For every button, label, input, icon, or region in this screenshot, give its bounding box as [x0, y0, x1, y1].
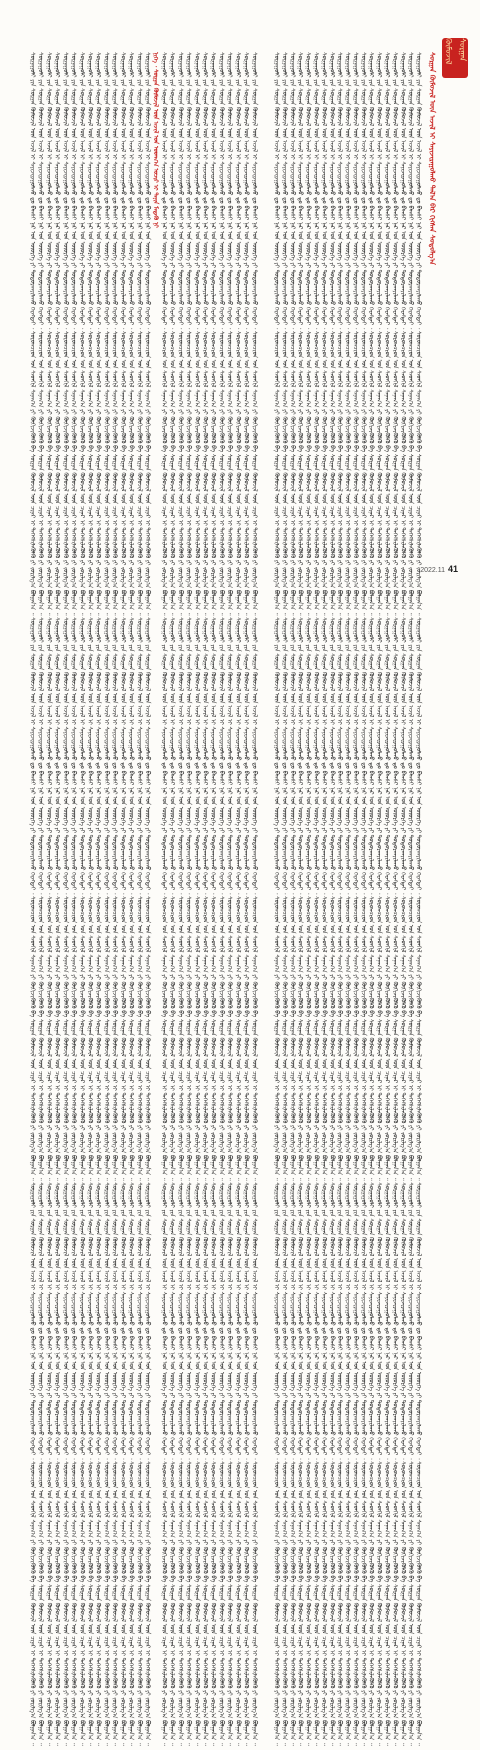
text-column	[414, 52, 422, 1746]
text-column	[383, 52, 390, 1746]
text-column	[86, 52, 93, 1746]
text-column	[77, 52, 85, 1746]
text-line: ᠰᠤᠷᠭᠠᠭᠤᠯᠢ ᠶᠢᠨ ᠰᠤᠷᠭᠠᠨ ᠬᠦᠮᠦᠵᠢᠯ ᠦᠨ ᠠᠵᠢᠯ ᠢ ᠰᠠᠶᠢᠵᠢᠷᠠᠭᠤᠯᠬᠤ ᠳᠤ ᠪᠠᠭᠰᠢ ᠨᠠᠷ ᠤᠨ ᠦᠦᠷᠭᠡ ᠶᠢ ᠲᠣᠳᠣᠷᠬᠠᠶᠢᠯᠠᠬᠤ ᠬᠡᠷᠡᠭᠲᠡᠢ ᠂ ᠰᠤᠷᠤᠭᠴᠢᠳ ᠤᠨ ᠰᠡᠳᠬᠢᠯ ᠰᠠᠨᠠᠭ᠎ᠠ ᠶᠢ ᠬᠥᠬᠢᠵᠢᠭᠦᠯᠬᠦ ᠪᠠ ᠰᠤᠷᠭᠠᠨ ᠬᠦᠮᠦᠵᠢᠯ ᠦᠨ ᠴᠢᠨᠠᠷ ᠢ ᠳᠡᠭᠡᠭᠰᠢᠯᠡᠭᠦᠯᠬᠦ ᠶᠢ ᠵᠣᠷᠢᠯᠭ᠎ᠠ ᠪᠣᠯᠭᠠᠨ᠎ᠠ ᠃ ᠰᠤᠷᠭᠠᠭᠤᠯᠢ ᠶᠢᠨ ᠰᠤᠷᠭᠠᠨ ᠬᠦᠮᠦᠵᠢᠯ ᠦᠨ ᠠᠵᠢᠯ ᠢ ᠰᠠᠶᠢᠵᠢᠷᠠᠭᠤᠯᠬᠤ ᠳᠤ ᠪᠠᠭᠰᠢ ᠨᠠᠷ ᠤᠨ ᠦᠦᠷᠭᠡ ᠶᠢ ᠲᠣᠳᠣᠷᠬᠠᠶᠢᠯᠠᠬᠤ ᠬᠡᠷᠡᠭᠲᠡᠢ ᠂ ᠰᠤᠷᠤᠭᠴᠢᠳ ᠤᠨ ᠰᠡᠳᠬᠢᠯ ᠰᠠᠨᠠᠭ᠎ᠠ ᠶᠢ ᠬᠥᠬᠢᠵᠢᠭᠦᠯᠬᠦ ᠪᠠ ᠰᠤᠷᠭᠠᠨ ᠬᠦᠮᠦᠵᠢᠯ ᠦᠨ ᠴᠢᠨᠠᠷ ᠢ ᠳᠡᠭᠡᠭᠰᠢᠯᠡᠭᠦᠯᠬᠦ ᠶᠢ ᠵᠣᠷᠢᠯᠭ᠎ᠠ ᠪᠣᠯᠭᠠᠨ᠎ᠠ ᠃ ᠰᠤᠷᠭᠠᠭᠤᠯᠢ ᠶᠢᠨ ᠰᠤᠷᠭᠠᠨ ᠬᠦᠮᠦᠵᠢᠯ ᠦᠨ ᠠᠵᠢᠯ ᠢ ᠰᠠᠶᠢᠵᠢᠷᠠᠭᠤᠯᠬᠤ ᠳᠤ ᠪᠠᠭᠰᠢ ᠨᠠᠷ ᠤᠨ ᠦᠦᠷᠭᠡ ᠶᠢ ᠲᠣᠳᠣᠷᠬᠠᠶᠢᠯᠠᠬᠤ ᠬᠡᠷᠡᠭᠲᠡᠢ ᠂ ᠰᠤᠷᠤᠭᠴᠢᠳ ᠤᠨ ᠰᠡᠳᠬᠢᠯ ᠰᠠᠨᠠᠭ᠎ᠠ ᠶᠢ ᠬᠥᠬᠢᠵᠢᠭᠦᠯᠬᠦ ᠪᠠ ᠰᠤᠷᠭᠠᠨ ᠬᠦᠮᠦᠵᠢᠯ ᠦᠨ ᠴᠢᠨᠠᠷ ᠢ ᠳᠡᠭᠡᠭᠰᠢᠯᠡᠭᠦᠯᠬᠦ ᠶᠢ ᠵᠣᠷᠢᠯᠭ᠎ᠠ ᠪᠣᠯᠭᠠᠨ᠎ᠠ ᠃	[37, 52, 44, 1746]
text-line: ᠰᠤᠷᠭᠠᠭᠤᠯᠢ ᠶᠢᠨ ᠰᠤᠷᠭᠠᠨ ᠬᠦᠮᠦᠵᠢᠯ ᠦᠨ ᠠᠵᠢᠯ ᠢ ᠰᠠᠶᠢᠵᠢᠷᠠᠭᠤᠯᠬᠤ ᠳᠤ ᠪᠠᠭᠰᠢ ᠨᠠᠷ ᠤᠨ ᠦᠦᠷᠭᠡ ᠶᠢ ᠲᠣᠳᠣᠷᠬᠠᠶᠢᠯᠠᠬᠤ ᠬᠡᠷᠡᠭᠲᠡᠢ ᠂ ᠰᠤᠷᠤᠭᠴᠢᠳ ᠤᠨ ᠰᠡᠳᠬᠢᠯ ᠰᠠᠨᠠᠭ᠎ᠠ ᠶᠢ ᠬᠥᠬᠢᠵᠢᠭᠦᠯᠬᠦ ᠪᠠ ᠰᠤᠷᠭᠠᠨ ᠬᠦᠮᠦᠵᠢᠯ ᠦᠨ ᠴᠢᠨᠠᠷ ᠢ ᠳᠡᠭᠡᠭᠰᠢᠯᠡᠭᠦᠯᠬᠦ ᠶᠢ ᠵᠣᠷᠢᠯᠭ᠎ᠠ ᠪᠣᠯᠭᠠᠨ᠎ᠠ ᠃ ᠰᠤᠷᠭᠠᠭᠤᠯᠢ ᠶᠢᠨ ᠰᠤᠷᠭᠠᠨ ᠬᠦᠮᠦᠵᠢᠯ ᠦᠨ ᠠᠵᠢᠯ ᠢ ᠰᠠᠶᠢᠵᠢᠷᠠᠭᠤᠯᠬᠤ ᠳᠤ ᠪᠠᠭᠰᠢ ᠨᠠᠷ ᠤᠨ ᠦᠦᠷᠭᠡ ᠶᠢ ᠲᠣᠳᠣᠷᠬᠠᠶᠢᠯᠠᠬᠤ ᠬᠡᠷᠡᠭᠲᠡᠢ ᠂ ᠰᠤᠷᠤᠭᠴᠢᠳ ᠤᠨ ᠰᠡᠳᠬᠢᠯ ᠰᠠᠨᠠᠭ᠎ᠠ ᠶᠢ ᠬᠥᠬᠢᠵᠢᠭᠦᠯᠬᠦ ᠪᠠ ᠰᠤᠷᠭᠠᠨ ᠬᠦᠮᠦᠵᠢᠯ ᠦᠨ ᠴᠢᠨᠠᠷ ᠢ ᠳᠡᠭᠡᠭᠰᠢᠯᠡᠭᠦᠯᠬᠦ ᠶᠢ ᠵᠣᠷᠢᠯᠭ᠎ᠠ ᠪᠣᠯᠭᠠᠨ᠎ᠠ ᠃ ᠰᠤᠷᠭᠠᠭᠤᠯᠢ ᠶᠢᠨ ᠰᠤᠷᠭᠠᠨ ᠬᠦᠮᠦᠵᠢᠯ ᠦᠨ ᠠᠵᠢᠯ ᠢ ᠰᠠᠶᠢᠵᠢᠷᠠᠭᠤᠯᠬᠤ ᠳᠤ ᠪᠠᠭᠰᠢ ᠨᠠᠷ ᠤᠨ ᠦᠦᠷᠭᠡ ᠶᠢ ᠲᠣᠳᠣᠷᠬᠠᠶᠢᠯᠠᠬᠤ ᠬᠡᠷᠡᠭᠲᠡᠢ ᠂ ᠰᠤᠷᠤᠭᠴᠢᠳ ᠤᠨ ᠰᠡᠳᠬᠢᠯ ᠰᠠᠨᠠᠭ᠎ᠠ ᠶᠢ ᠬᠥᠬᠢᠵᠢᠭᠦᠯᠬᠦ ᠪᠠ ᠰᠤᠷᠭᠠᠨ ᠬᠦᠮᠦᠵᠢᠯ ᠦᠨ ᠴᠢᠨᠠᠷ ᠢ ᠳᠡᠭᠡᠭᠰᠢᠯᠡᠭᠦᠯᠬᠦ ᠶᠢ ᠵᠣᠷᠢᠯᠭ᠎ᠠ ᠪᠣᠯᠭᠠᠨ᠎ᠠ ᠃	[407, 52, 414, 1746]
text-line: ᠰᠤᠷᠭᠠᠭᠤᠯᠢ ᠶᠢᠨ ᠰᠤᠷᠭᠠᠨ ᠬᠦᠮᠦᠵᠢᠯ ᠦᠨ ᠠᠵᠢᠯ ᠢ ᠰᠠᠶᠢᠵᠢᠷᠠᠭᠤᠯᠬᠤ ᠳᠤ ᠪᠠᠭᠰᠢ ᠨᠠᠷ ᠤᠨ ᠦᠦᠷᠭᠡ ᠶᠢ ᠲᠣᠳᠣᠷᠬᠠᠶᠢᠯᠠᠬᠤ ᠬᠡᠷᠡᠭᠲᠡᠢ ᠂ ᠰᠤᠷᠤᠭᠴᠢᠳ ᠤᠨ ᠰᠡᠳᠬᠢᠯ ᠰᠠᠨᠠᠭ᠎ᠠ ᠶᠢ ᠬᠥᠬᠢᠵᠢᠭᠦᠯᠬᠦ ᠪᠠ ᠰᠤᠷᠭᠠᠨ ᠬᠦᠮᠦᠵᠢᠯ ᠦᠨ ᠴᠢᠨᠠᠷ ᠢ ᠳᠡᠭᠡᠭᠰᠢᠯᠡᠭᠦᠯᠬᠦ ᠶᠢ ᠵᠣᠷᠢᠯᠭ᠎ᠠ ᠪᠣᠯᠭᠠᠨ᠎ᠠ ᠃ ᠰᠤᠷᠭᠠᠭᠤᠯᠢ ᠶᠢᠨ ᠰᠤᠷᠭᠠᠨ ᠬᠦᠮᠦᠵᠢᠯ ᠦᠨ ᠠᠵᠢᠯ ᠢ ᠰᠠᠶᠢᠵᠢᠷᠠᠭᠤᠯᠬᠤ ᠳᠤ ᠪᠠᠭᠰᠢ ᠨᠠᠷ ᠤᠨ ᠦᠦᠷᠭᠡ ᠶᠢ ᠲᠣᠳᠣᠷᠬᠠᠶᠢᠯᠠᠬᠤ ᠬᠡᠷᠡᠭᠲᠡᠢ ᠂ ᠰᠤᠷᠤᠭᠴᠢᠳ ᠤᠨ ᠰᠡᠳᠬᠢᠯ ᠰᠠᠨᠠᠭ᠎ᠠ ᠶᠢ ᠬᠥᠬᠢᠵᠢᠭᠦᠯᠬᠦ ᠪᠠ ᠰᠤᠷᠭᠠᠨ ᠬᠦᠮᠦᠵᠢᠯ ᠦᠨ ᠴᠢᠨᠠᠷ ᠢ ᠳᠡᠭᠡᠭᠰᠢᠯᠡᠭᠦᠯᠬᠦ ᠶᠢ ᠵᠣᠷᠢᠯᠭ᠎ᠠ ᠪᠣᠯᠭᠠᠨ᠎ᠠ ᠃ ᠰᠤᠷᠭᠠᠭᠤᠯᠢ ᠶᠢᠨ ᠰᠤᠷᠭᠠᠨ ᠬᠦᠮᠦᠵᠢᠯ ᠦᠨ ᠠᠵᠢᠯ ᠢ ᠰᠠᠶᠢᠵᠢᠷᠠᠭᠤᠯᠬᠤ ᠳᠤ ᠪᠠᠭᠰᠢ ᠨᠠᠷ ᠤᠨ ᠦᠦᠷᠭᠡ ᠶᠢ ᠲᠣᠳᠣᠷᠬᠠᠶᠢᠯᠠᠬᠤ ᠬᠡᠷᠡᠭᠲᠡᠢ ᠂ ᠰᠤᠷᠤᠭᠴᠢᠳ ᠤᠨ ᠰᠡᠳᠬᠢᠯ ᠰᠠᠨᠠᠭ᠎ᠠ ᠶᠢ ᠬᠥᠬᠢᠵᠢᠭᠦᠯᠬᠦ ᠪᠠ ᠰᠤᠷᠭᠠᠨ ᠬᠦᠮᠦᠵᠢᠯ ᠦᠨ ᠴᠢᠨᠠᠷ ᠢ ᠳᠡᠭᠡᠭᠰᠢᠯᠡᠭᠦᠯᠬᠦ ᠶᠢ ᠵᠣᠷᠢᠯᠭ᠎ᠠ ᠪᠣᠯᠭᠠᠨ᠎ᠠ ᠃	[119, 52, 126, 1746]
text-line: ᠰᠤᠷᠭᠠᠭᠤᠯᠢ ᠶᠢᠨ ᠰᠤᠷᠭᠠᠨ ᠬᠦᠮᠦᠵᠢᠯ ᠦᠨ ᠠᠵᠢᠯ ᠢ ᠰᠠᠶᠢᠵᠢᠷᠠᠭᠤᠯᠬᠤ ᠳᠤ ᠪᠠᠭᠰᠢ ᠨᠠᠷ ᠤᠨ ᠦᠦᠷᠭᠡ ᠶᠢ ᠲᠣᠳᠣᠷᠬᠠᠶᠢᠯᠠᠬᠤ ᠬᠡᠷᠡᠭᠲᠡᠢ ᠂ ᠰᠤᠷᠤᠭᠴᠢᠳ ᠤᠨ ᠰᠡᠳᠬᠢᠯ ᠰᠠᠨᠠᠭ᠎ᠠ ᠶᠢ ᠬᠥᠬᠢᠵᠢᠭᠦᠯᠬᠦ ᠪᠠ ᠰᠤᠷᠭᠠᠨ ᠬᠦᠮᠦᠵᠢᠯ ᠦᠨ ᠴᠢᠨᠠᠷ ᠢ ᠳᠡᠭᠡᠭᠰᠢᠯᠡᠭᠦᠯᠬᠦ ᠶᠢ ᠵᠣᠷᠢᠯᠭ᠎ᠠ ᠪᠣᠯᠭᠠᠨ᠎ᠠ ᠃ ᠰᠤᠷᠭᠠᠭᠤᠯᠢ ᠶᠢᠨ ᠰᠤᠷᠭᠠᠨ ᠬᠦᠮᠦᠵᠢᠯ ᠦᠨ ᠠᠵᠢᠯ ᠢ ᠰᠠᠶᠢᠵᠢᠷᠠᠭᠤᠯᠬᠤ ᠳᠤ ᠪᠠᠭᠰᠢ ᠨᠠᠷ ᠤᠨ ᠦᠦᠷᠭᠡ ᠶᠢ ᠲᠣᠳᠣᠷᠬᠠᠶᠢᠯᠠᠬᠤ ᠬᠡᠷᠡᠭᠲᠡᠢ ᠂ ᠰᠤᠷᠤᠭᠴᠢᠳ ᠤᠨ ᠰᠡᠳᠬᠢᠯ ᠰᠠᠨᠠᠭ᠎ᠠ ᠶᠢ ᠬᠥᠬᠢᠵᠢᠭᠦᠯᠬᠦ ᠪᠠ ᠰᠤᠷᠭᠠᠨ ᠬᠦᠮᠦᠵᠢᠯ ᠦᠨ ᠴᠢᠨᠠᠷ ᠢ ᠳᠡᠭᠡᠭᠰᠢᠯᠡᠭᠦᠯᠬᠦ ᠶᠢ ᠵᠣᠷᠢᠯᠭ᠎ᠠ ᠪᠣᠯᠭᠠᠨ᠎ᠠ ᠃ ᠰᠤᠷᠭᠠᠭᠤᠯᠢ ᠶᠢᠨ ᠰᠤᠷᠭᠠᠨ ᠬᠦᠮᠦᠵᠢᠯ ᠦᠨ ᠠᠵᠢᠯ ᠢ ᠰᠠᠶᠢᠵᠢᠷᠠᠭᠤᠯᠬᠤ ᠳᠤ ᠪᠠᠭᠰᠢ ᠨᠠᠷ ᠤᠨ ᠦᠦᠷᠭᠡ ᠶᠢ ᠲᠣᠳᠣᠷᠬᠠᠶᠢᠯᠠᠬᠤ ᠬᠡᠷᠡᠭᠲᠡᠢ ᠂ ᠰᠤᠷᠤᠭᠴᠢᠳ ᠤᠨ ᠰᠡᠳᠬᠢᠯ ᠰᠠᠨᠠᠭ᠎ᠠ ᠶᠢ ᠬᠥᠬᠢᠵᠢᠭᠦᠯᠬᠦ ᠪᠠ ᠰᠤᠷᠭᠠᠨ ᠬᠦᠮᠦᠵᠢᠯ ᠦᠨ ᠴᠢᠨᠠᠷ ᠢ ᠳᠡᠭᠡᠭᠰᠢᠯᠡᠭᠦᠯᠬᠦ ᠶᠢ ᠵᠣᠷᠢᠯᠭ᠎ᠠ ᠪᠣᠯᠭᠠᠨ᠎ᠠ ᠃	[135, 52, 142, 1746]
text-line: ᠰᠤᠷᠭᠠᠭᠤᠯᠢ ᠶᠢᠨ ᠰᠤᠷᠭᠠᠨ ᠬᠦᠮᠦᠵᠢᠯ ᠦᠨ ᠠᠵᠢᠯ ᠢ ᠰᠠᠶᠢᠵᠢᠷᠠᠭᠤᠯᠬᠤ ᠳᠤ ᠪᠠᠭᠰᠢ ᠨᠠᠷ ᠤᠨ ᠦᠦᠷᠭᠡ ᠶᠢ ᠲᠣᠳᠣᠷᠬᠠᠶᠢᠯᠠᠬᠤ ᠬᠡᠷᠡᠭᠲᠡᠢ ᠂ ᠰᠤᠷᠤᠭᠴᠢᠳ ᠤᠨ ᠰᠡᠳᠬᠢᠯ ᠰᠠᠨᠠᠭ᠎ᠠ ᠶᠢ ᠬᠥᠬᠢᠵᠢᠭᠦᠯᠬᠦ ᠪᠠ ᠰᠤᠷᠭᠠᠨ ᠬᠦᠮᠦᠵᠢᠯ ᠦᠨ ᠴᠢᠨᠠᠷ ᠢ ᠳᠡᠭᠡᠭᠰᠢᠯᠡᠭᠦᠯᠬᠦ ᠶᠢ ᠵᠣᠷᠢᠯᠭ᠎ᠠ ᠪᠣᠯᠭᠠᠨ᠎ᠠ ᠃ ᠰᠤᠷᠭᠠᠭᠤᠯᠢ ᠶᠢᠨ ᠰᠤᠷᠭᠠᠨ ᠬᠦᠮᠦᠵᠢᠯ ᠦᠨ ᠠᠵᠢᠯ ᠢ ᠰᠠᠶᠢᠵᠢᠷᠠᠭᠤᠯᠬᠤ ᠳᠤ ᠪᠠᠭᠰᠢ ᠨᠠᠷ ᠤᠨ ᠦᠦᠷᠭᠡ ᠶᠢ ᠲᠣᠳᠣᠷᠬᠠᠶᠢᠯᠠᠬᠤ ᠬᠡᠷᠡᠭᠲᠡᠢ ᠂ ᠰᠤᠷᠤᠭᠴᠢᠳ ᠤᠨ ᠰᠡᠳᠬᠢᠯ ᠰᠠᠨᠠᠭ᠎ᠠ ᠶᠢ ᠬᠥᠬᠢᠵᠢᠭᠦᠯᠬᠦ ᠪᠠ ᠰᠤᠷᠭᠠᠨ ᠬᠦᠮᠦᠵᠢᠯ ᠦᠨ ᠴᠢᠨᠠᠷ ᠢ ᠳᠡᠭᠡᠭᠰᠢᠯᠡᠭᠦᠯᠬᠦ ᠶᠢ ᠵᠣᠷᠢᠯᠭ᠎ᠠ ᠪᠣᠯᠭᠠᠨ᠎ᠠ ᠃ ᠰᠤᠷᠭᠠᠭᠤᠯᠢ ᠶᠢᠨ ᠰᠤᠷᠭᠠᠨ ᠬᠦᠮᠦᠵᠢᠯ ᠦᠨ ᠠᠵᠢᠯ ᠢ ᠰᠠᠶᠢᠵᠢᠷᠠᠭᠤᠯᠬᠤ ᠳᠤ ᠪᠠᠭᠰᠢ ᠨᠠᠷ ᠤᠨ ᠦᠦᠷᠭᠡ ᠶᠢ ᠲᠣᠳᠣᠷᠬᠠᠶᠢᠯᠠᠬᠤ ᠬᠡᠷᠡᠭᠲᠡᠢ ᠂ ᠰᠤᠷᠤᠭᠴᠢᠳ ᠤᠨ ᠰᠡᠳᠬᠢᠯ ᠰᠠᠨᠠᠭ᠎ᠠ ᠶᠢ ᠬᠥᠬᠢᠵᠢᠭᠦᠯᠬᠦ ᠪᠠ ᠰᠤᠷᠭᠠᠨ ᠬᠦᠮᠦᠵᠢᠯ ᠦᠨ ᠴᠢᠨᠠᠷ ᠢ ᠳᠡᠭᠡᠭᠰᠢᠯᠡᠭᠦᠯᠬᠦ ᠶᠢ ᠵᠣᠷᠢᠯᠭ᠎ᠠ ᠪᠣᠯᠭᠠᠨ᠎ᠠ ᠃	[351, 52, 358, 1746]
text-line: ᠰᠤᠷᠭᠠᠭᠤᠯᠢ ᠶᠢᠨ ᠰᠤᠷᠭᠠᠨ ᠬᠦᠮᠦᠵᠢᠯ ᠦᠨ ᠠᠵᠢᠯ ᠢ ᠰᠠᠶᠢᠵᠢᠷᠠᠭᠤᠯᠬᠤ ᠳᠤ ᠪᠠᠭᠰᠢ ᠨᠠᠷ ᠤᠨ ᠦᠦᠷᠭᠡ ᠶᠢ ᠲᠣᠳᠣᠷᠬᠠᠶᠢᠯᠠᠬᠤ ᠬᠡᠷᠡᠭᠲᠡᠢ ᠂ ᠰᠤᠷᠤᠭᠴᠢᠳ ᠤᠨ ᠰᠡᠳᠬᠢᠯ ᠰᠠᠨᠠᠭ᠎ᠠ ᠶᠢ ᠬᠥᠬᠢᠵᠢᠭᠦᠯᠬᠦ ᠪᠠ ᠰᠤᠷᠭᠠᠨ ᠬᠦᠮᠦᠵᠢᠯ ᠦᠨ ᠴᠢᠨᠠᠷ ᠢ ᠳᠡᠭᠡᠭᠰᠢᠯᠡᠭᠦᠯᠬᠦ ᠶᠢ ᠵᠣᠷᠢᠯᠭ᠎ᠠ ᠪᠣᠯᠭᠠᠨ᠎ᠠ ᠃ ᠰᠤᠷᠭᠠᠭᠤᠯᠢ ᠶᠢᠨ ᠰᠤᠷᠭᠠᠨ ᠬᠦᠮᠦᠵᠢᠯ ᠦᠨ ᠠᠵᠢᠯ ᠢ ᠰᠠᠶᠢᠵᠢᠷᠠᠭᠤᠯᠬᠤ ᠳᠤ ᠪᠠᠭᠰᠢ ᠨᠠᠷ ᠤᠨ ᠦᠦᠷᠭᠡ ᠶᠢ ᠲᠣᠳᠣᠷᠬᠠᠶᠢᠯᠠᠬᠤ ᠬᠡᠷᠡᠭᠲᠡᠢ ᠂ ᠰᠤᠷᠤᠭᠴᠢᠳ ᠤᠨ ᠰᠡᠳᠬᠢᠯ ᠰᠠᠨᠠᠭ᠎ᠠ ᠶᠢ ᠬᠥᠬᠢᠵᠢᠭᠦᠯᠬᠦ ᠪᠠ ᠰᠤᠷᠭᠠᠨ ᠬᠦᠮᠦᠵᠢᠯ ᠦᠨ ᠴᠢᠨᠠᠷ ᠢ ᠳᠡᠭᠡᠭᠰᠢᠯᠡᠭᠦᠯᠬᠦ ᠶᠢ ᠵᠣᠷᠢᠯᠭ᠎ᠠ ᠪᠣᠯᠭᠠᠨ᠎ᠠ ᠃ ᠰᠤᠷᠭᠠᠭᠤᠯᠢ ᠶᠢᠨ ᠰᠤᠷᠭᠠᠨ ᠬᠦᠮᠦᠵᠢᠯ ᠦᠨ ᠠᠵᠢᠯ ᠢ ᠰᠠᠶᠢᠵᠢᠷᠠᠭᠤᠯᠬᠤ ᠳᠤ ᠪᠠᠭᠰᠢ ᠨᠠᠷ ᠤᠨ ᠦᠦᠷᠭᠡ ᠶᠢ ᠲᠣᠳᠣᠷᠬᠠᠶᠢᠯᠠᠬᠤ ᠬᠡᠷᠡᠭᠲᠡᠢ ᠂ ᠰᠤᠷᠤᠭᠴᠢᠳ ᠤᠨ ᠰᠡᠳᠬᠢᠯ ᠰᠠᠨᠠᠭ᠎ᠠ ᠶᠢ ᠬᠥᠬᠢᠵᠢᠭᠦᠯᠬᠦ ᠪᠠ ᠰᠤᠷᠭᠠᠨ ᠬᠦᠮᠦᠵᠢᠯ ᠦᠨ ᠴᠢᠨᠠᠷ ᠢ ᠳᠡᠭᠡᠭᠰᠢᠯᠡᠭᠦᠯᠬᠦ ᠶᠢ ᠵᠣᠷᠢᠯᠭ᠎ᠠ ᠪᠣᠯᠭᠠᠨ᠎ᠠ ᠃	[320, 52, 327, 1746]
text-line: ᠰᠤᠷᠭᠠᠭᠤᠯᠢ ᠶᠢᠨ ᠰᠤᠷᠭᠠᠨ ᠬᠦᠮᠦᠵᠢᠯ ᠦᠨ ᠠᠵᠢᠯ ᠢ ᠰᠠᠶᠢᠵᠢᠷᠠᠭᠤᠯᠬᠤ ᠳᠤ ᠪᠠᠭᠰᠢ ᠨᠠᠷ ᠤᠨ ᠦᠦᠷᠭᠡ ᠶᠢ ᠲᠣᠳᠣᠷᠬᠠᠶᠢᠯᠠᠬᠤ ᠬᠡᠷᠡᠭᠲᠡᠢ ᠂ ᠰᠤᠷᠤᠭᠴᠢᠳ ᠤᠨ ᠰᠡᠳᠬᠢᠯ ᠰᠠᠨᠠᠭ᠎ᠠ ᠶᠢ ᠬᠥᠬᠢᠵᠢᠭᠦᠯᠬᠦ ᠪᠠ ᠰᠤᠷᠭᠠᠨ ᠬᠦᠮᠦᠵᠢᠯ ᠦᠨ ᠴᠢᠨᠠᠷ ᠢ ᠳᠡᠭᠡᠭᠰᠢᠯᠡᠭᠦᠯᠬᠦ ᠶᠢ ᠵᠣᠷᠢᠯᠭ᠎ᠠ ᠪᠣᠯᠭᠠᠨ᠎ᠠ ᠃ ᠰᠤᠷᠭᠠᠭᠤᠯᠢ ᠶᠢᠨ ᠰᠤᠷᠭᠠᠨ ᠬᠦᠮᠦᠵᠢᠯ ᠦᠨ ᠠᠵᠢᠯ ᠢ ᠰᠠᠶᠢᠵᠢᠷᠠᠭᠤᠯᠬᠤ ᠳᠤ ᠪᠠᠭᠰᠢ ᠨᠠᠷ ᠤᠨ ᠦᠦᠷᠭᠡ ᠶᠢ ᠲᠣᠳᠣᠷᠬᠠᠶᠢᠯᠠᠬᠤ ᠬᠡᠷᠡᠭᠲᠡᠢ ᠂ ᠰᠤᠷᠤᠭᠴᠢᠳ ᠤᠨ ᠰᠡᠳᠬᠢᠯ ᠰᠠᠨᠠᠭ᠎ᠠ ᠶᠢ ᠬᠥᠬᠢᠵᠢᠭᠦᠯᠬᠦ ᠪᠠ ᠰᠤᠷᠭᠠᠨ ᠬᠦᠮᠦᠵᠢᠯ ᠦᠨ ᠴᠢᠨᠠᠷ ᠢ ᠳᠡᠭᠡᠭᠰᠢᠯᠡᠭᠦᠯᠬᠦ ᠶᠢ ᠵᠣᠷᠢᠯᠭ᠎ᠠ ᠪᠣᠯᠭᠠᠨ᠎ᠠ ᠃ ᠰᠤᠷᠭᠠᠭᠤᠯᠢ ᠶᠢᠨ ᠰᠤᠷᠭᠠᠨ ᠬᠦᠮᠦᠵᠢᠯ ᠦᠨ ᠠᠵᠢᠯ ᠢ ᠰᠠᠶᠢᠵᠢᠷᠠᠭᠤᠯᠬᠤ ᠳᠤ ᠪᠠᠭᠰᠢ ᠨᠠᠷ ᠤᠨ ᠦᠦᠷᠭᠡ ᠶᠢ ᠲᠣᠳᠣᠷᠬᠠᠶᠢᠯᠠᠬᠤ ᠬᠡᠷᠡᠭᠲᠡᠢ ᠂ ᠰᠤᠷᠤᠭᠴᠢᠳ ᠤᠨ ᠰᠡᠳᠬᠢᠯ ᠰᠠᠨᠠᠭ᠎ᠠ ᠶᠢ ᠬᠥᠬᠢᠵᠢᠭᠦᠯᠬᠦ ᠪᠠ ᠰᠤᠷᠭᠠᠨ ᠬᠦᠮᠦᠵᠢᠯ ᠦᠨ ᠴᠢᠨᠠᠷ ᠢ ᠳᠡᠭᠡᠭᠰᠢᠯᠡᠭᠦᠯᠬᠦ ᠶᠢ ᠵᠣᠷᠢᠯᠭ᠎ᠠ ᠪᠣᠯᠭᠠᠨ᠎ᠠ ᠃	[209, 52, 216, 1746]
text-column	[201, 52, 208, 1746]
text-column	[159, 52, 167, 1746]
text-column	[110, 52, 118, 1746]
text-line: ᠰᠤᠷᠭᠠᠭᠤᠯᠢ ᠶᠢᠨ ᠰᠤᠷᠭᠠᠨ ᠬᠦᠮᠦᠵᠢᠯ ᠦᠨ ᠠᠵᠢᠯ ᠢ ᠰᠠᠶᠢᠵᠢᠷᠠᠭᠤᠯᠬᠤ ᠳᠤ ᠪᠠᠭᠰᠢ ᠨᠠᠷ ᠤᠨ ᠦᠦᠷᠭᠡ ᠶᠢ ᠲᠣᠳᠣᠷᠬᠠᠶᠢᠯᠠᠬᠤ ᠬᠡᠷᠡᠭᠲᠡᠢ ᠂ ᠰᠤᠷᠤᠭᠴᠢᠳ ᠤᠨ ᠰᠡᠳᠬᠢᠯ ᠰᠠᠨᠠᠭ᠎ᠠ ᠶᠢ ᠬᠥᠬᠢᠵᠢᠭᠦᠯᠬᠦ ᠪᠠ ᠰᠤᠷᠭᠠᠨ ᠬᠦᠮᠦᠵᠢᠯ ᠦᠨ ᠴᠢᠨᠠᠷ ᠢ ᠳᠡᠭᠡᠭᠰᠢᠯᠡᠭᠦᠯᠬᠦ ᠶᠢ ᠵᠣᠷᠢᠯᠭ᠎ᠠ ᠪᠣᠯᠭᠠᠨ᠎ᠠ ᠃ ᠰᠤᠷᠭᠠᠭᠤᠯᠢ ᠶᠢᠨ ᠰᠤᠷᠭᠠᠨ ᠬᠦᠮᠦᠵᠢᠯ ᠦᠨ ᠠᠵᠢᠯ ᠢ ᠰᠠᠶᠢᠵᠢᠷᠠᠭᠤᠯᠬᠤ ᠳᠤ ᠪᠠᠭᠰᠢ ᠨᠠᠷ ᠤᠨ ᠦᠦᠷᠭᠡ ᠶᠢ ᠲᠣᠳᠣᠷᠬᠠᠶᠢᠯᠠᠬᠤ ᠬᠡᠷᠡᠭᠲᠡᠢ ᠂ ᠰᠤᠷᠤᠭᠴᠢᠳ ᠤᠨ ᠰᠡᠳᠬᠢᠯ ᠰᠠᠨᠠᠭ᠎ᠠ ᠶᠢ ᠬᠥᠬᠢᠵᠢᠭᠦᠯᠬᠦ ᠪᠠ ᠰᠤᠷᠭᠠᠨ ᠬᠦᠮᠦᠵᠢᠯ ᠦᠨ ᠴᠢᠨᠠᠷ ᠢ ᠳᠡᠭᠡᠭᠰᠢᠯᠡᠭᠦᠯᠬᠦ ᠶᠢ ᠵᠣᠷᠢᠯᠭ᠎ᠠ ᠪᠣᠯᠭᠠᠨ᠎ᠠ ᠃ ᠰᠤᠷᠭᠠᠭᠤᠯᠢ ᠶᠢᠨ ᠰᠤᠷᠭᠠᠨ ᠬᠦᠮᠦᠵᠢᠯ ᠦᠨ ᠠᠵᠢᠯ ᠢ ᠰᠠᠶᠢᠵᠢᠷᠠᠭᠤᠯᠬᠤ ᠳᠤ ᠪᠠᠭᠰᠢ ᠨᠠᠷ ᠤᠨ ᠦᠦᠷᠭᠡ ᠶᠢ ᠲᠣᠳᠣᠷᠬᠠᠶᠢᠯᠠᠬᠤ ᠬᠡᠷᠡᠭᠲᠡᠢ ᠂ ᠰᠤᠷᠤᠭᠴᠢᠳ ᠤᠨ ᠰᠡᠳᠬᠢᠯ ᠰᠠᠨᠠᠭ᠎ᠠ ᠶᠢ ᠬᠥᠬᠢᠵᠢᠭᠦᠯᠬᠦ ᠪᠠ ᠰᠤᠷᠭᠠᠨ ᠬᠦᠮᠦᠵᠢᠯ ᠦᠨ ᠴᠢᠨᠠᠷ ᠢ ᠳᠡᠭᠡᠭᠰᠢᠯᠡᠭᠦᠯᠬᠦ ᠶᠢ ᠵᠣᠷᠢᠯᠭ᠎ᠠ ᠪᠣᠯᠭᠠᠨ᠎ᠠ ᠃	[29, 52, 35, 1746]
text-column	[61, 52, 68, 1746]
text-column	[304, 52, 311, 1746]
text-column	[36, 52, 44, 1746]
text-column	[335, 52, 343, 1746]
text-line: ᠰᠤᠷᠭᠠᠭᠤᠯᠢ ᠶᠢᠨ ᠰᠤᠷᠭᠠᠨ ᠬᠦᠮᠦᠵᠢᠯ ᠦᠨ ᠠᠵᠢᠯ ᠢ ᠰᠠᠶᠢᠵᠢᠷᠠᠭᠤᠯᠬᠤ ᠳᠤ ᠪᠠᠭᠰᠢ ᠨᠠᠷ ᠤᠨ ᠦᠦᠷᠭᠡ ᠶᠢ ᠲᠣᠳᠣᠷᠬᠠᠶᠢᠯᠠᠬᠤ ᠬᠡᠷᠡᠭᠲᠡᠢ ᠂ ᠰᠤᠷᠤᠭᠴᠢᠳ ᠤᠨ ᠰᠡᠳᠬᠢᠯ ᠰᠠᠨᠠᠭ᠎ᠠ ᠶᠢ ᠬᠥᠬᠢᠵᠢᠭᠦᠯᠬᠦ ᠪᠠ ᠰᠤᠷᠭᠠᠨ ᠬᠦᠮᠦᠵᠢᠯ ᠦᠨ ᠴᠢᠨᠠᠷ ᠢ ᠳᠡᠭᠡᠭᠰᠢᠯᠡᠭᠦᠯᠬᠦ ᠶᠢ ᠵᠣᠷᠢᠯᠭ᠎ᠠ ᠪᠣᠯᠭᠠᠨ᠎ᠠ ᠃ ᠰᠤᠷᠭᠠᠭᠤᠯᠢ ᠶᠢᠨ ᠰᠤᠷᠭᠠᠨ ᠬᠦᠮᠦᠵᠢᠯ ᠦᠨ ᠠᠵᠢᠯ ᠢ ᠰᠠᠶᠢᠵᠢᠷᠠᠭᠤᠯᠬᠤ ᠳᠤ ᠪᠠᠭᠰᠢ ᠨᠠᠷ ᠤᠨ ᠦᠦᠷᠭᠡ ᠶᠢ ᠲᠣᠳᠣᠷᠬᠠᠶᠢᠯᠠᠬᠤ ᠬᠡᠷᠡᠭᠲᠡᠢ ᠂ ᠰᠤᠷᠤᠭᠴᠢᠳ ᠤᠨ ᠰᠡᠳᠬᠢᠯ ᠰᠠᠨᠠᠭ᠎ᠠ ᠶᠢ ᠬᠥᠬᠢᠵᠢᠭᠦᠯᠬᠦ ᠪᠠ ᠰᠤᠷᠭᠠᠨ ᠬᠦᠮᠦᠵᠢᠯ ᠦᠨ ᠴᠢᠨᠠᠷ ᠢ ᠳᠡᠭᠡᠭᠰᠢᠯᠡᠭᠦᠯᠬᠦ ᠶᠢ ᠵᠣᠷᠢᠯᠭ᠎ᠠ ᠪᠣᠯᠭᠠᠨ᠎ᠠ ᠃ ᠰᠤᠷᠭᠠᠭᠤᠯᠢ ᠶᠢᠨ ᠰᠤᠷᠭᠠᠨ ᠬᠦᠮᠦᠵᠢᠯ ᠦᠨ ᠠᠵᠢᠯ ᠢ ᠰᠠᠶᠢᠵᠢᠷᠠᠭᠤᠯᠬᠤ ᠳᠤ ᠪᠠᠭᠰᠢ ᠨᠠᠷ ᠤᠨ ᠦᠦᠷᠭᠡ ᠶᠢ ᠲᠣᠳᠣᠷᠬᠠᠶᠢᠯᠠᠬᠤ ᠬᠡᠷᠡᠭᠲᠡᠢ ᠂ ᠰᠤᠷᠤᠭᠴᠢᠳ ᠤᠨ ᠰᠡᠳᠬᠢᠯ ᠰᠠᠨᠠᠭ᠎ᠠ ᠶᠢ ᠬᠥᠬᠢᠵᠢᠭᠦᠯᠬᠦ ᠪᠠ ᠰᠤᠷᠭᠠᠨ ᠬᠦᠮᠦᠵᠢᠯ ᠦᠨ ᠴᠢᠨᠠᠷ ᠢ ᠳᠡᠭᠡᠭᠰᠢᠯᠡᠭᠦᠯᠬᠦ ᠶᠢ ᠵᠣᠷᠢᠯᠭ᠎ᠠ ᠪᠣᠯᠭᠠᠨ᠎ᠠ ᠃	[273, 52, 279, 1746]
text-column	[390, 52, 398, 1746]
text-line: ᠰᠤᠷᠭᠠᠭᠤᠯᠢ ᠶᠢᠨ ᠰᠤᠷᠭᠠᠨ ᠬᠦᠮᠦᠵᠢᠯ ᠦᠨ ᠠᠵᠢᠯ ᠢ ᠰᠠᠶᠢᠵᠢᠷᠠᠭᠤᠯᠬᠤ ᠳᠤ ᠪᠠᠭᠰᠢ ᠨᠠᠷ ᠤᠨ ᠦᠦᠷᠭᠡ ᠶᠢ ᠲᠣᠳᠣᠷᠬᠠᠶᠢᠯᠠᠬᠤ ᠬᠡᠷᠡᠭᠲᠡᠢ ᠂ ᠰᠤᠷᠤᠭᠴᠢᠳ ᠤᠨ ᠰᠡᠳᠬᠢᠯ ᠰᠠᠨᠠᠭ᠎ᠠ ᠶᠢ ᠬᠥᠬᠢᠵᠢᠭᠦᠯᠬᠦ ᠪᠠ ᠰᠤᠷᠭᠠᠨ ᠬᠦᠮᠦᠵᠢᠯ ᠦᠨ ᠴᠢᠨᠠᠷ ᠢ ᠳᠡᠭᠡᠭᠰᠢᠯᠡᠭᠦᠯᠬᠦ ᠶᠢ ᠵᠣᠷᠢᠯᠭ᠎ᠠ ᠪᠣᠯᠭᠠᠨ᠎ᠠ ᠃ ᠰᠤᠷᠭᠠᠭᠤᠯᠢ ᠶᠢᠨ ᠰᠤᠷᠭᠠᠨ ᠬᠦᠮᠦᠵᠢᠯ ᠦᠨ ᠠᠵᠢᠯ ᠢ ᠰᠠᠶᠢᠵᠢᠷᠠᠭᠤᠯᠬᠤ ᠳᠤ ᠪᠠᠭᠰᠢ ᠨᠠᠷ ᠤᠨ ᠦᠦᠷᠭᠡ ᠶᠢ ᠲᠣᠳᠣᠷᠬᠠᠶᠢᠯᠠᠬᠤ ᠬᠡᠷᠡᠭᠲᠡᠢ ᠂ ᠰᠤᠷᠤᠭᠴᠢᠳ ᠤᠨ ᠰᠡᠳᠬᠢᠯ ᠰᠠᠨᠠᠭ᠎ᠠ ᠶᠢ ᠬᠥᠬᠢᠵᠢᠭᠦᠯᠬᠦ ᠪᠠ ᠰᠤᠷᠭᠠᠨ ᠬᠦᠮᠦᠵᠢᠯ ᠦᠨ ᠴᠢᠨᠠᠷ ᠢ ᠳᠡᠭᠡᠭᠰᠢᠯᠡᠭᠦᠯᠬᠦ ᠶᠢ ᠵᠣᠷᠢᠯᠭ᠎ᠠ ᠪᠣᠯᠭᠠᠨ᠎ᠠ ᠃ ᠰᠤᠷᠭᠠᠭᠤᠯᠢ ᠶᠢᠨ ᠰᠤᠷᠭᠠᠨ ᠬᠦᠮᠦᠵᠢᠯ ᠦᠨ ᠠᠵᠢᠯ ᠢ ᠰᠠᠶᠢᠵᠢᠷᠠᠭᠤᠯᠬᠤ ᠳᠤ ᠪᠠᠭᠰᠢ ᠨᠠᠷ ᠤᠨ ᠦᠦᠷᠭᠡ ᠶᠢ ᠲᠣᠳᠣᠷᠬᠠᠶᠢᠯᠠᠬᠤ ᠬᠡᠷᠡᠭᠲᠡᠢ ᠂ ᠰᠤᠷᠤᠭᠴᠢᠳ ᠤᠨ ᠰᠡᠳᠬᠢᠯ ᠰᠠᠨᠠᠭ᠎ᠠ ᠶᠢ ᠬᠥᠬᠢᠵᠢᠭᠦᠯᠬᠦ ᠪᠠ ᠰᠤᠷᠭᠠᠨ ᠬᠦᠮᠦᠵᠢᠯ ᠦᠨ ᠴᠢᠨᠠᠷ ᠢ ᠳᠡᠭᠡᠭᠰᠢᠯᠡᠭᠦᠯᠬᠦ ᠶᠢ ᠵᠣᠷᠢᠯᠭ᠎ᠠ ᠪᠣᠯᠭᠠᠨ᠎ᠠ ᠃	[288, 52, 295, 1746]
text-line: ᠰᠤᠷᠭᠠᠭᠤᠯᠢ ᠶᠢᠨ ᠰᠤᠷᠭᠠᠨ ᠬᠦᠮᠦᠵᠢᠯ ᠦᠨ ᠠᠵᠢᠯ ᠢ ᠰᠠᠶᠢᠵᠢᠷᠠᠭᠤᠯᠬᠤ ᠳᠤ ᠪᠠᠭᠰᠢ ᠨᠠᠷ ᠤᠨ ᠦᠦᠷᠭᠡ ᠶᠢ ᠲᠣᠳᠣᠷᠬᠠᠶᠢᠯᠠᠬᠤ ᠬᠡᠷᠡᠭᠲᠡᠢ ᠂ ᠰᠤᠷᠤᠭᠴᠢᠳ ᠤᠨ ᠰᠡᠳᠬᠢᠯ ᠰᠠᠨᠠᠭ᠎ᠠ ᠶᠢ ᠬᠥᠬᠢᠵᠢᠭᠦᠯᠬᠦ ᠪᠠ ᠰᠤᠷᠭᠠᠨ ᠬᠦᠮᠦᠵᠢᠯ ᠦᠨ ᠴᠢᠨᠠᠷ ᠢ ᠳᠡᠭᠡᠭᠰᠢᠯᠡᠭᠦᠯᠬᠦ ᠶᠢ ᠵᠣᠷᠢᠯᠭ᠎ᠠ ᠪᠣᠯᠭᠠᠨ᠎ᠠ ᠃ ᠰᠤᠷᠭᠠᠭᠤᠯᠢ ᠶᠢᠨ ᠰᠤᠷᠭᠠᠨ ᠬᠦᠮᠦᠵᠢᠯ ᠦᠨ ᠠᠵᠢᠯ ᠢ ᠰᠠᠶᠢᠵᠢᠷᠠᠭᠤᠯᠬᠤ ᠳᠤ ᠪᠠᠭᠰᠢ ᠨᠠᠷ ᠤᠨ ᠦᠦᠷᠭᠡ ᠶᠢ ᠲᠣᠳᠣᠷᠬᠠᠶᠢᠯᠠᠬᠤ ᠬᠡᠷᠡᠭᠲᠡᠢ ᠂ ᠰᠤᠷᠤᠭᠴᠢᠳ ᠤᠨ ᠰᠡᠳᠬᠢᠯ ᠰᠠᠨᠠᠭ᠎ᠠ ᠶᠢ ᠬᠥᠬᠢᠵᠢᠭᠦᠯᠬᠦ ᠪᠠ ᠰᠤᠷᠭᠠᠨ ᠬᠦᠮᠦᠵᠢᠯ ᠦᠨ ᠴᠢᠨᠠᠷ ᠢ ᠳᠡᠭᠡᠭᠰᠢᠯᠡᠭᠦᠯᠬᠦ ᠶᠢ ᠵᠣᠷᠢᠯᠭ᠎ᠠ ᠪᠣᠯᠭᠠᠨ᠎ᠠ ᠃ ᠰᠤᠷᠭᠠᠭᠤᠯᠢ ᠶᠢᠨ ᠰᠤᠷᠭᠠᠨ ᠬᠦᠮᠦᠵᠢᠯ ᠦᠨ ᠠᠵᠢᠯ ᠢ ᠰᠠᠶᠢᠵᠢᠷᠠᠭᠤᠯᠬᠤ ᠳᠤ ᠪᠠᠭᠰᠢ ᠨᠠᠷ ᠤᠨ ᠦᠦᠷᠭᠡ ᠶᠢ ᠲᠣᠳᠣᠷᠬᠠᠶᠢᠯᠠᠬᠤ ᠬᠡᠷᠡᠭᠲᠡᠢ ᠂ ᠰᠤᠷᠤᠭᠴᠢᠳ ᠤᠨ ᠰᠡᠳᠬᠢᠯ ᠰᠠᠨᠠᠭ᠎ᠠ ᠶᠢ ᠬᠥᠬᠢᠵᠢᠭᠦᠯᠬᠦ ᠪᠠ ᠰᠤᠷᠭᠠᠨ ᠬᠦᠮᠦᠵᠢᠯ ᠦᠨ ᠴᠢᠨᠠᠷ ᠢ ᠳᠡᠭᠡᠭᠰᠢᠯᠡᠭᠦᠯᠬᠦ ᠶᠢ ᠵᠣᠷᠢᠯᠭ᠎ᠠ ᠪᠣᠯᠭᠠᠨ᠎ᠠ ᠃	[201, 52, 208, 1746]
text-column	[209, 52, 216, 1746]
text-column	[102, 52, 109, 1746]
text-line: ᠰᠤᠷᠭᠠᠭᠤᠯᠢ ᠶᠢᠨ ᠰᠤᠷᠭᠠᠨ ᠬᠦᠮᠦᠵᠢᠯ ᠦᠨ ᠠᠵᠢᠯ ᠢ ᠰᠠᠶᠢᠵᠢᠷᠠᠭᠤᠯᠬᠤ ᠳᠤ ᠪᠠᠭᠰᠢ ᠨᠠᠷ ᠤᠨ ᠦᠦᠷᠭᠡ ᠶᠢ ᠲᠣᠳᠣᠷᠬᠠᠶᠢᠯᠠᠬᠤ ᠬᠡᠷᠡᠭᠲᠡᠢ ᠂ ᠰᠤᠷᠤᠭᠴᠢᠳ ᠤᠨ ᠰᠡᠳᠬᠢᠯ ᠰᠠᠨᠠᠭ᠎ᠠ ᠶᠢ ᠬᠥᠬᠢᠵᠢᠭᠦᠯᠬᠦ ᠪᠠ ᠰᠤᠷᠭᠠᠨ ᠬᠦᠮᠦᠵᠢᠯ ᠦᠨ ᠴᠢᠨᠠᠷ ᠢ ᠳᠡᠭᠡᠭᠰᠢᠯᠡᠭᠦᠯᠬᠦ ᠶᠢ ᠵᠣᠷᠢᠯᠭ᠎ᠠ ᠪᠣᠯᠭᠠᠨ᠎ᠠ ᠃ ᠰᠤᠷᠭᠠᠭᠤᠯᠢ ᠶᠢᠨ ᠰᠤᠷᠭᠠᠨ ᠬᠦᠮᠦᠵᠢᠯ ᠦᠨ ᠠᠵᠢᠯ ᠢ ᠰᠠᠶᠢᠵᠢᠷᠠᠭᠤᠯᠬᠤ ᠳᠤ ᠪᠠᠭᠰᠢ ᠨᠠᠷ ᠤᠨ ᠦᠦᠷᠭᠡ ᠶᠢ ᠲᠣᠳᠣᠷᠬᠠᠶᠢᠯᠠᠬᠤ ᠬᠡᠷᠡᠭᠲᠡᠢ ᠂ ᠰᠤᠷᠤᠭᠴᠢᠳ ᠤᠨ ᠰᠡᠳᠬᠢᠯ ᠰᠠᠨᠠᠭ᠎ᠠ ᠶᠢ ᠬᠥᠬᠢᠵᠢᠭᠦᠯᠬᠦ ᠪᠠ ᠰᠤᠷᠭᠠᠨ ᠬᠦᠮᠦᠵᠢᠯ ᠦᠨ ᠴᠢᠨᠠᠷ ᠢ ᠳᠡᠭᠡᠭᠰᠢᠯᠡᠭᠦᠯᠬᠦ ᠶᠢ ᠵᠣᠷᠢᠯᠭ᠎ᠠ ᠪᠣᠯᠭᠠᠨ᠎ᠠ ᠃ ᠰᠤᠷᠭᠠᠭᠤᠯᠢ ᠶᠢᠨ ᠰᠤᠷᠭᠠᠨ ᠬᠦᠮᠦᠵᠢᠯ ᠦᠨ ᠠᠵᠢᠯ ᠢ ᠰᠠᠶᠢᠵᠢᠷᠠᠭᠤᠯᠬᠤ ᠳᠤ ᠪᠠᠭᠰᠢ ᠨᠠᠷ ᠤᠨ ᠦᠦᠷᠭᠡ ᠶᠢ ᠲᠣᠳᠣᠷᠬᠠᠶᠢᠯᠠᠬᠤ ᠬᠡᠷᠡᠭᠲᠡᠢ ᠂ ᠰᠤᠷᠤᠭᠴᠢᠳ ᠤᠨ ᠰᠡᠳᠬᠢᠯ ᠰᠠᠨᠠᠭ᠎ᠠ ᠶᠢ ᠬᠥᠬᠢᠵᠢᠭᠦᠯᠬᠦ ᠪᠠ ᠰᠤᠷᠭᠠᠨ ᠬᠦᠮᠦᠵᠢᠯ ᠦᠨ ᠴᠢᠨᠠᠷ ᠢ ᠳᠡᠭᠡᠭᠰᠢᠯᠡᠭᠦᠯᠬᠦ ᠶᠢ ᠵᠣᠷᠢᠯᠭ᠎ᠠ ᠪᠣᠯᠭᠠᠨ᠎ᠠ ᠃	[86, 52, 93, 1746]
text-line: ᠰᠤᠷᠭᠠᠭᠤᠯᠢ ᠶᠢᠨ ᠰᠤᠷᠭᠠᠨ ᠬᠦᠮᠦᠵᠢᠯ ᠦᠨ ᠠᠵᠢᠯ ᠢ ᠰᠠᠶᠢᠵᠢᠷᠠᠭᠤᠯᠬᠤ ᠳᠤ ᠪᠠᠭᠰᠢ ᠨᠠᠷ ᠤᠨ ᠦᠦᠷᠭᠡ ᠶᠢ ᠲᠣᠳᠣᠷᠬᠠᠶᠢᠯᠠᠬᠤ ᠬᠡᠷᠡᠭᠲᠡᠢ ᠂ ᠰᠤᠷᠤᠭᠴᠢᠳ ᠤᠨ ᠰᠡᠳᠬᠢᠯ ᠰᠠᠨᠠᠭ᠎ᠠ ᠶᠢ ᠬᠥᠬᠢᠵᠢᠭᠦᠯᠬᠦ ᠪᠠ ᠰᠤᠷᠭᠠᠨ ᠬᠦᠮᠦᠵᠢᠯ ᠦᠨ ᠴᠢᠨᠠᠷ ᠢ ᠳᠡᠭᠡᠭᠰᠢᠯᠡᠭᠦᠯᠬᠦ ᠶᠢ ᠵᠣᠷᠢᠯᠭ᠎ᠠ ᠪᠣᠯᠭᠠᠨ᠎ᠠ ᠃ ᠰᠤᠷᠭᠠᠭᠤᠯᠢ ᠶᠢᠨ ᠰᠤᠷᠭᠠᠨ ᠬᠦᠮᠦᠵᠢᠯ ᠦᠨ ᠠᠵᠢᠯ ᠢ ᠰᠠᠶᠢᠵᠢᠷᠠᠭᠤᠯᠬᠤ ᠳᠤ ᠪᠠᠭᠰᠢ ᠨᠠᠷ ᠤᠨ ᠦᠦᠷᠭᠡ ᠶᠢ ᠲᠣᠳᠣᠷᠬᠠᠶᠢᠯᠠᠬᠤ ᠬᠡᠷᠡᠭᠲᠡᠢ ᠂ ᠰᠤᠷᠤᠭᠴᠢᠳ ᠤᠨ ᠰᠡᠳᠬᠢᠯ ᠰᠠᠨᠠᠭ᠎ᠠ ᠶᠢ ᠬᠥᠬᠢᠵᠢᠭᠦᠯᠬᠦ ᠪᠠ ᠰᠤᠷᠭᠠᠨ ᠬᠦᠮᠦᠵᠢᠯ ᠦᠨ ᠴᠢᠨᠠᠷ ᠢ ᠳᠡᠭᠡᠭᠰᠢᠯᠡᠭᠦᠯᠬᠦ ᠶᠢ ᠵᠣᠷᠢᠯᠭ᠎ᠠ ᠪᠣᠯᠭᠠᠨ᠎ᠠ ᠃ ᠰᠤᠷᠭᠠᠭᠤᠯᠢ ᠶᠢᠨ ᠰᠤᠷᠭᠠᠨ ᠬᠦᠮᠦᠵᠢᠯ ᠦᠨ ᠠᠵᠢᠯ ᠢ ᠰᠠᠶᠢᠵᠢᠷᠠᠭᠤᠯᠬᠤ ᠳᠤ ᠪᠠᠭᠰᠢ ᠨᠠᠷ ᠤᠨ ᠦᠦᠷᠭᠡ ᠶᠢ ᠲᠣᠳᠣᠷᠬᠠᠶᠢᠯᠠᠬᠤ ᠬᠡᠷᠡᠭᠲᠡᠢ ᠂ ᠰᠤᠷᠤᠭᠴᠢᠳ ᠤᠨ ᠰᠡᠳᠬᠢᠯ ᠰᠠᠨᠠᠭ᠎ᠠ ᠶᠢ ᠬᠥᠬᠢᠵᠢᠭᠦᠯᠬᠦ ᠪᠠ ᠰᠤᠷᠭᠠᠨ ᠬᠦᠮᠦᠵᠢᠯ ᠦᠨ ᠴᠢᠨᠠᠷ ᠢ ᠳᠡᠭᠡᠭᠰᠢᠯᠡᠭᠦᠯᠬᠦ ᠶᠢ ᠵᠣᠷᠢᠯᠭ᠎ᠠ ᠪᠣᠯᠭᠠᠨ᠎ᠠ ᠃	[304, 52, 311, 1746]
text-line: ᠰᠤᠷᠭᠠᠭᠤᠯᠢ ᠶᠢᠨ ᠰᠤᠷᠭᠠᠨ ᠬᠦᠮᠦᠵᠢᠯ ᠦᠨ ᠠᠵᠢᠯ ᠢ ᠰᠠᠶᠢᠵᠢᠷᠠᠭᠤᠯᠬᠤ ᠳᠤ ᠪᠠᠭᠰᠢ ᠨᠠᠷ ᠤᠨ ᠦᠦᠷᠭᠡ ᠶᠢ ᠲᠣᠳᠣᠷᠬᠠᠶᠢᠯᠠᠬᠤ ᠬᠡᠷᠡᠭᠲᠡᠢ ᠂ ᠰᠤᠷᠤᠭᠴᠢᠳ ᠤᠨ ᠰᠡᠳᠬᠢᠯ ᠰᠠᠨᠠᠭ᠎ᠠ ᠶᠢ ᠬᠥᠬᠢᠵᠢᠭᠦᠯᠬᠦ ᠪᠠ ᠰᠤᠷᠭᠠᠨ ᠬᠦᠮᠦᠵᠢᠯ ᠦᠨ ᠴᠢᠨᠠᠷ ᠢ ᠳᠡᠭᠡᠭᠰᠢᠯᠡᠭᠦᠯᠬᠦ ᠶᠢ ᠵᠣᠷᠢᠯᠭ᠎ᠠ ᠪᠣᠯᠭᠠᠨ᠎ᠠ ᠃ ᠰᠤᠷᠭᠠᠭᠤᠯᠢ ᠶᠢᠨ ᠰᠤᠷᠭᠠᠨ ᠬᠦᠮᠦᠵᠢᠯ ᠦᠨ ᠠᠵᠢᠯ ᠢ ᠰᠠᠶᠢᠵᠢᠷᠠᠭᠤᠯᠬᠤ ᠳᠤ ᠪᠠᠭᠰᠢ ᠨᠠᠷ ᠤᠨ ᠦᠦᠷᠭᠡ ᠶᠢ ᠲᠣᠳᠣᠷᠬᠠᠶᠢᠯᠠᠬᠤ ᠬᠡᠷᠡᠭᠲᠡᠢ ᠂ ᠰᠤᠷᠤᠭᠴᠢᠳ ᠤᠨ ᠰᠡᠳᠬᠢᠯ ᠰᠠᠨᠠᠭ᠎ᠠ ᠶᠢ ᠬᠥᠬᠢᠵᠢᠭᠦᠯᠬᠦ ᠪᠠ ᠰᠤᠷᠭᠠᠨ ᠬᠦᠮᠦᠵᠢᠯ ᠦᠨ ᠴᠢᠨᠠᠷ ᠢ ᠳᠡᠭᠡᠭᠰᠢᠯᠡᠭᠦᠯᠬᠦ ᠶᠢ ᠵᠣᠷᠢᠯᠭ᠎ᠠ ᠪᠣᠯᠭᠠᠨ᠎ᠠ ᠃ ᠰᠤᠷᠭᠠᠭᠤᠯᠢ ᠶᠢᠨ ᠰᠤᠷᠭᠠᠨ ᠬᠦᠮᠦᠵᠢᠯ ᠦᠨ ᠠᠵᠢᠯ ᠢ ᠰᠠᠶᠢᠵᠢᠷᠠᠭᠤᠯᠬᠤ ᠳᠤ ᠪᠠᠭᠰᠢ ᠨᠠᠷ ᠤᠨ ᠦᠦᠷᠭᠡ ᠶᠢ ᠲᠣᠳᠣᠷᠬᠠᠶᠢᠯᠠᠬᠤ ᠬᠡᠷᠡᠭᠲᠡᠢ ᠂ ᠰᠤᠷᠤᠭᠴᠢᠳ ᠤᠨ ᠰᠡᠳᠬᠢᠯ ᠰᠠᠨᠠᠭ᠎ᠠ ᠶᠢ ᠬᠥᠬᠢᠵᠢᠭᠦᠯᠬᠦ ᠪᠠ ᠰᠤᠷᠭᠠᠨ ᠬᠦᠮᠦᠵᠢᠯ ᠦᠨ ᠴᠢᠨᠠᠷ ᠢ ᠳᠡᠭᠡᠭᠰᠢᠯᠡᠭᠦᠯᠬᠦ ᠶᠢ ᠵᠣᠷᠢᠯᠭ᠎ᠠ ᠪᠣᠯᠭᠠᠨ᠎ᠠ ᠃	[280, 52, 287, 1746]
text-column	[367, 52, 374, 1746]
text-column	[143, 52, 150, 1746]
text-column	[351, 52, 358, 1746]
text-line: ᠰᠤᠷᠭᠠᠭᠤᠯᠢ ᠶᠢᠨ ᠰᠤᠷᠭᠠᠨ ᠬᠦᠮᠦᠵᠢᠯ ᠦᠨ ᠠᠵᠢᠯ ᠢ ᠰᠠᠶᠢᠵᠢᠷᠠᠭᠤᠯᠬᠤ ᠳᠤ ᠪᠠᠭᠰᠢ ᠨᠠᠷ ᠤᠨ ᠦᠦᠷᠭᠡ ᠶᠢ ᠲᠣᠳᠣᠷᠬᠠᠶᠢᠯᠠᠬᠤ ᠬᠡᠷᠡᠭᠲᠡᠢ ᠂ ᠰᠤᠷᠤᠭᠴᠢᠳ ᠤᠨ ᠰᠡᠳᠬᠢᠯ ᠰᠠᠨᠠᠭ᠎ᠠ ᠶᠢ ᠬᠥᠬᠢᠵᠢᠭᠦᠯᠬᠦ ᠪᠠ ᠰᠤᠷᠭᠠᠨ ᠬᠦᠮᠦᠵᠢᠯ ᠦᠨ ᠴᠢᠨᠠᠷ ᠢ ᠳᠡᠭᠡᠭᠰᠢᠯᠡᠭᠦᠯᠬᠦ ᠶᠢ ᠵᠣᠷᠢᠯᠭ᠎ᠠ ᠪᠣᠯᠭᠠᠨ᠎ᠠ ᠃ ᠰᠤᠷᠭᠠᠭᠤᠯᠢ ᠶᠢᠨ ᠰᠤᠷᠭᠠᠨ ᠬᠦᠮᠦᠵᠢᠯ ᠦᠨ ᠠᠵᠢᠯ ᠢ ᠰᠠᠶᠢᠵᠢᠷᠠᠭᠤᠯᠬᠤ ᠳᠤ ᠪᠠᠭᠰᠢ ᠨᠠᠷ ᠤᠨ ᠦᠦᠷᠭᠡ ᠶᠢ ᠲᠣᠳᠣᠷᠬᠠᠶᠢᠯᠠᠬᠤ ᠬᠡᠷᠡᠭᠲᠡᠢ ᠂ ᠰᠤᠷᠤᠭᠴᠢᠳ ᠤᠨ ᠰᠡᠳᠬᠢᠯ ᠰᠠᠨᠠᠭ᠎ᠠ ᠶᠢ ᠬᠥᠬᠢᠵᠢᠭᠦᠯᠬᠦ ᠪᠠ ᠰᠤᠷᠭᠠᠨ ᠬᠦᠮᠦᠵᠢᠯ ᠦᠨ ᠴᠢᠨᠠᠷ ᠢ ᠳᠡᠭᠡᠭᠰᠢᠯᠡᠭᠦᠯᠬᠦ ᠶᠢ ᠵᠣᠷᠢᠯᠭ᠎ᠠ ᠪᠣᠯᠭᠠᠨ᠎ᠠ ᠃ ᠰᠤᠷᠭᠠᠭᠤᠯᠢ ᠶᠢᠨ ᠰᠤᠷᠭᠠᠨ ᠬᠦᠮᠦᠵᠢᠯ ᠦᠨ ᠠᠵᠢᠯ ᠢ ᠰᠠᠶᠢᠵᠢᠷᠠᠭᠤᠯᠬᠤ ᠳᠤ ᠪᠠᠭᠰᠢ ᠨᠠᠷ ᠤᠨ ᠦᠦᠷᠭᠡ ᠶᠢ ᠲᠣᠳᠣᠷᠬᠠᠶᠢᠯᠠᠬᠤ ᠬᠡᠷᠡᠭᠲᠡᠢ ᠂ ᠰᠤᠷᠤᠭᠴᠢᠳ ᠤᠨ ᠰᠡᠳᠬᠢᠯ ᠰᠠᠨᠠᠭ᠎ᠠ ᠶᠢ ᠬᠥᠬᠢᠵᠢᠭᠦᠯᠬᠦ ᠪᠠ ᠰᠤᠷᠭᠠᠨ ᠬᠦᠮᠦᠵᠢᠯ ᠦᠨ ᠴᠢᠨᠠᠷ ᠢ ᠳᠡᠭᠡᠭᠰᠢᠯᠡᠭᠦᠯᠬᠦ ᠶᠢ ᠵᠣᠷᠢᠯᠭ᠎ᠠ ᠪᠣᠯᠭᠠᠨ᠎ᠠ ᠃	[53, 52, 60, 1746]
text-line: ᠰᠤᠷᠭᠠᠭᠤᠯᠢ ᠶᠢᠨ ᠰᠤᠷᠭᠠᠨ ᠬᠦᠮᠦᠵᠢᠯ ᠦᠨ ᠠᠵᠢᠯ ᠢ ᠰᠠᠶᠢᠵᠢᠷᠠᠭᠤᠯᠬᠤ ᠳᠤ ᠪᠠᠭᠰᠢ ᠨᠠᠷ ᠤᠨ ᠦᠦᠷᠭᠡ ᠶᠢ ᠲᠣᠳᠣᠷᠬᠠᠶᠢᠯᠠᠬᠤ ᠬᠡᠷᠡᠭᠲᠡᠢ ᠂ ᠰᠤᠷᠤᠭᠴᠢᠳ ᠤᠨ ᠰᠡᠳᠬᠢᠯ ᠰᠠᠨᠠᠭ᠎ᠠ ᠶᠢ ᠬᠥᠬᠢᠵᠢᠭᠦᠯᠬᠦ ᠪᠠ ᠰᠤᠷᠭᠠᠨ ᠬᠦᠮᠦᠵᠢᠯ ᠦᠨ ᠴᠢᠨᠠᠷ ᠢ ᠳᠡᠭᠡᠭᠰᠢᠯᠡᠭᠦᠯᠬᠦ ᠶᠢ ᠵᠣᠷᠢᠯᠭ᠎ᠠ ᠪᠣᠯᠭᠠᠨ᠎ᠠ ᠃ ᠰᠤᠷᠭᠠᠭᠤᠯᠢ ᠶᠢᠨ ᠰᠤᠷᠭᠠᠨ ᠬᠦᠮᠦᠵᠢᠯ ᠦᠨ ᠠᠵᠢᠯ ᠢ ᠰᠠᠶᠢᠵᠢᠷᠠᠭᠤᠯᠬᠤ ᠳᠤ ᠪᠠᠭᠰᠢ ᠨᠠᠷ ᠤᠨ ᠦᠦᠷᠭᠡ ᠶᠢ ᠲᠣᠳᠣᠷᠬᠠᠶᠢᠯᠠᠬᠤ ᠬᠡᠷᠡᠭᠲᠡᠢ ᠂ ᠰᠤᠷᠤᠭᠴᠢᠳ ᠤᠨ ᠰᠡᠳᠬᠢᠯ ᠰᠠᠨᠠᠭ᠎ᠠ ᠶᠢ ᠬᠥᠬᠢᠵᠢᠭᠦᠯᠬᠦ ᠪᠠ ᠰᠤᠷᠭᠠᠨ ᠬᠦᠮᠦᠵᠢᠯ ᠦᠨ ᠴᠢᠨᠠᠷ ᠢ ᠳᠡᠭᠡᠭᠰᠢᠯᠡᠭᠦᠯᠬᠦ ᠶᠢ ᠵᠣᠷᠢᠯᠭ᠎ᠠ ᠪᠣᠯᠭᠠᠨ᠎ᠠ ᠃ ᠰᠤᠷᠭᠠᠭᠤᠯᠢ ᠶᠢᠨ ᠰᠤᠷᠭᠠᠨ ᠬᠦᠮᠦᠵᠢᠯ ᠦᠨ ᠠᠵᠢᠯ ᠢ ᠰᠠᠶᠢᠵᠢᠷᠠᠭᠤᠯᠬᠤ ᠳᠤ ᠪᠠᠭᠰᠢ ᠨᠠᠷ ᠤᠨ ᠦᠦᠷᠭᠡ ᠶᠢ ᠲᠣᠳᠣᠷᠬᠠᠶᠢᠯᠠᠬᠤ ᠬᠡᠷᠡᠭᠲᠡᠢ ᠂ ᠰᠤᠷᠤᠭᠴᠢᠳ ᠤᠨ ᠰᠡᠳᠬᠢᠯ ᠰᠠᠨᠠᠭ᠎ᠠ ᠶᠢ ᠬᠥᠬᠢᠵᠢᠭᠦᠯᠬᠦ ᠪᠠ ᠰᠤᠷᠭᠠᠨ ᠬᠦᠮᠦᠵᠢᠯ ᠦᠨ ᠴᠢᠨᠠᠷ ᠢ ᠳᠡᠭᠡᠭᠰᠢᠯᠡᠭᠦᠯᠬᠦ ᠶᠢ ᠵᠣᠷᠢᠯᠭ᠎ᠠ ᠪᠣᠯᠭᠠᠨ᠎ᠠ ᠃	[102, 52, 109, 1746]
text-column	[127, 52, 134, 1746]
text-line: ᠰᠤᠷᠭᠠᠭᠤᠯᠢ ᠶᠢᠨ ᠰᠤᠷᠭᠠᠨ ᠬᠦᠮᠦᠵᠢᠯ ᠦᠨ ᠠᠵᠢᠯ ᠢ ᠰᠠᠶᠢᠵᠢᠷᠠᠭᠤᠯᠬᠤ ᠳᠤ ᠪᠠᠭᠰᠢ ᠨᠠᠷ ᠤᠨ ᠦᠦᠷᠭᠡ ᠶᠢ ᠲᠣᠳᠣᠷᠬᠠᠶᠢᠯᠠᠬᠤ ᠬᠡᠷᠡᠭᠲᠡᠢ ᠂ ᠰᠤᠷᠤᠭᠴᠢᠳ ᠤᠨ ᠰᠡᠳᠬᠢᠯ ᠰᠠᠨᠠᠭ᠎ᠠ ᠶᠢ ᠬᠥᠬᠢᠵᠢᠭᠦᠯᠬᠦ ᠪᠠ ᠰᠤᠷᠭᠠᠨ ᠬᠦᠮᠦᠵᠢᠯ ᠦᠨ ᠴᠢᠨᠠᠷ ᠢ ᠳᠡᠭᠡᠭᠰᠢᠯᠡᠭᠦᠯᠬᠦ ᠶᠢ ᠵᠣᠷᠢᠯᠭ᠎ᠠ ᠪᠣᠯᠭᠠᠨ᠎ᠠ ᠃ ᠰᠤᠷᠭᠠᠭᠤᠯᠢ ᠶᠢᠨ ᠰᠤᠷᠭᠠᠨ ᠬᠦᠮᠦᠵᠢᠯ ᠦᠨ ᠠᠵᠢᠯ ᠢ ᠰᠠᠶᠢᠵᠢᠷᠠᠭᠤᠯᠬᠤ ᠳᠤ ᠪᠠᠭᠰᠢ ᠨᠠᠷ ᠤᠨ ᠦᠦᠷᠭᠡ ᠶᠢ ᠲᠣᠳᠣᠷᠬᠠᠶᠢᠯᠠᠬᠤ ᠬᠡᠷᠡᠭᠲᠡᠢ ᠂ ᠰᠤᠷᠤᠭᠴᠢᠳ ᠤᠨ ᠰᠡᠳᠬᠢᠯ ᠰᠠᠨᠠᠭ᠎ᠠ ᠶᠢ ᠬᠥᠬᠢᠵᠢᠭᠦᠯᠬᠦ ᠪᠠ ᠰᠤᠷᠭᠠᠨ ᠬᠦᠮᠦᠵᠢᠯ ᠦᠨ ᠴᠢᠨᠠᠷ ᠢ ᠳᠡᠭᠡᠭᠰᠢᠯᠡᠭᠦᠯᠬᠦ ᠶᠢ ᠵᠣᠷᠢᠯᠭ᠎ᠠ ᠪᠣᠯᠭᠠᠨ᠎ᠠ ᠃ ᠰᠤᠷᠭᠠᠭᠤᠯᠢ ᠶᠢᠨ ᠰᠤᠷᠭᠠᠨ ᠬᠦᠮᠦᠵᠢᠯ ᠦᠨ ᠠᠵᠢᠯ ᠢ ᠰᠠᠶᠢᠵᠢᠷᠠᠭᠤᠯᠬᠤ ᠳᠤ ᠪᠠᠭᠰᠢ ᠨᠠᠷ ᠤᠨ ᠦᠦᠷᠭᠡ ᠶᠢ ᠲᠣᠳᠣᠷᠬᠠᠶᠢᠯᠠᠬᠤ ᠬᠡᠷᠡᠭᠲᠡᠢ ᠂ ᠰᠤᠷᠤᠭᠴᠢᠳ ᠤᠨ ᠰᠡᠳᠬᠢᠯ ᠰᠠᠨᠠᠭ᠎ᠠ ᠶᠢ ᠬᠥᠬᠢᠵᠢᠭᠦᠯᠬᠦ ᠪᠠ ᠰᠤᠷᠭᠠᠨ ᠬᠦᠮᠦᠵᠢᠯ ᠦᠨ ᠴᠢᠨᠠᠷ ᠢ ᠳᠡᠭᠡᠭᠰᠢᠯᠡᠭᠦᠯᠬᠦ ᠶᠢ ᠵᠣᠷᠢᠯᠭ᠎ᠠ ᠪᠣᠯᠭᠠᠨ᠎ᠠ ᠃	[242, 52, 249, 1746]
text-line: ᠰᠤᠷᠭᠠᠭᠤᠯᠢ ᠶᠢᠨ ᠰᠤᠷᠭᠠᠨ ᠬᠦᠮᠦᠵᠢᠯ ᠦᠨ ᠠᠵᠢᠯ ᠢ ᠰᠠᠶᠢᠵᠢᠷᠠᠭᠤᠯᠬᠤ ᠳᠤ ᠪᠠᠭᠰᠢ ᠨᠠᠷ ᠤᠨ ᠦᠦᠷᠭᠡ ᠶᠢ ᠲᠣᠳᠣᠷᠬᠠᠶᠢᠯᠠᠬᠤ ᠬᠡᠷᠡᠭᠲᠡᠢ ᠂ ᠰᠤᠷᠤᠭᠴᠢᠳ ᠤᠨ ᠰᠡᠳᠬᠢᠯ ᠰᠠᠨᠠᠭ᠎ᠠ ᠶᠢ ᠬᠥᠬᠢᠵᠢᠭᠦᠯᠬᠦ ᠪᠠ ᠰᠤᠷᠭᠠᠨ ᠬᠦᠮᠦᠵᠢᠯ ᠦᠨ ᠴᠢᠨᠠᠷ ᠢ ᠳᠡᠭᠡᠭᠰᠢᠯᠡᠭᠦᠯᠬᠦ ᠶᠢ ᠵᠣᠷᠢᠯᠭ᠎ᠠ ᠪᠣᠯᠭᠠᠨ᠎ᠠ ᠃ ᠰᠤᠷᠭᠠᠭᠤᠯᠢ ᠶᠢᠨ ᠰᠤᠷᠭᠠᠨ ᠬᠦᠮᠦᠵᠢᠯ ᠦᠨ ᠠᠵᠢᠯ ᠢ ᠰᠠᠶᠢᠵᠢᠷᠠᠭᠤᠯᠬᠤ ᠳᠤ ᠪᠠᠭᠰᠢ ᠨᠠᠷ ᠤᠨ ᠦᠦᠷᠭᠡ ᠶᠢ ᠲᠣᠳᠣᠷᠬᠠᠶᠢᠯᠠᠬᠤ ᠬᠡᠷᠡᠭᠲᠡᠢ ᠂ ᠰᠤᠷᠤᠭᠴᠢᠳ ᠤᠨ ᠰᠡᠳᠬᠢᠯ ᠰᠠᠨᠠᠭ᠎ᠠ ᠶᠢ ᠬᠥᠬᠢᠵᠢᠭᠦᠯᠬᠦ ᠪᠠ ᠰᠤᠷᠭᠠᠨ ᠬᠦᠮᠦᠵᠢᠯ ᠦᠨ ᠴᠢᠨᠠᠷ ᠢ ᠳᠡᠭᠡᠭᠰᠢᠯᠡᠭᠦᠯᠬᠦ ᠶᠢ ᠵᠣᠷᠢᠯᠭ᠎ᠠ ᠪᠣᠯᠭᠠᠨ᠎ᠠ ᠃ ᠰᠤᠷᠭᠠᠭᠤᠯᠢ ᠶᠢᠨ ᠰᠤᠷᠭᠠᠨ ᠬᠦᠮᠦᠵᠢᠯ ᠦᠨ ᠠᠵᠢᠯ ᠢ ᠰᠠᠶᠢᠵᠢᠷᠠᠭᠤᠯᠬᠤ ᠳᠤ ᠪᠠᠭᠰᠢ ᠨᠠᠷ ᠤᠨ ᠦᠦᠷᠭᠡ ᠶᠢ ᠲᠣᠳᠣᠷᠬᠠᠶᠢᠯᠠᠬᠤ ᠬᠡᠷᠡᠭᠲᠡᠢ ᠂ ᠰᠤᠷᠤᠭᠴᠢᠳ ᠤᠨ ᠰᠡᠳᠬᠢᠯ ᠰᠠᠨᠠᠭ᠎ᠠ ᠶᠢ ᠬᠥᠬᠢᠵᠢᠭᠦᠯᠬᠦ ᠪᠠ ᠰᠤᠷᠭᠠᠨ ᠬᠦᠮᠦᠵᠢᠯ ᠦᠨ ᠴᠢᠨᠠᠷ ᠢ ᠳᠡᠭᠡᠭᠰᠢᠯᠡᠭᠦᠯᠬᠦ ᠶᠢ ᠵᠣᠷᠢᠯᠭ᠎ᠠ ᠪᠣᠯᠭᠠᠨ᠎ᠠ ᠃	[367, 52, 374, 1746]
text-column	[192, 52, 200, 1746]
text-column	[272, 52, 279, 1746]
body-text-left	[28, 52, 258, 1746]
text-line: ᠰᠤᠷᠭᠠᠭᠤᠯᠢ ᠶᠢᠨ ᠰᠤᠷᠭᠠᠨ ᠬᠦᠮᠦᠵᠢᠯ ᠦᠨ ᠠᠵᠢᠯ ᠢ ᠰᠠᠶᠢᠵᠢᠷᠠᠭᠤᠯᠬᠤ ᠳᠤ ᠪᠠᠭᠰᠢ ᠨᠠᠷ ᠤᠨ ᠦᠦᠷᠭᠡ ᠶᠢ ᠲᠣᠳᠣᠷᠬᠠᠶᠢᠯᠠᠬᠤ ᠬᠡᠷᠡᠭᠲᠡᠢ ᠂ ᠰᠤᠷᠤᠭᠴᠢᠳ ᠤᠨ ᠰᠡᠳᠬᠢᠯ ᠰᠠᠨᠠᠭ᠎ᠠ ᠶᠢ ᠬᠥᠬᠢᠵᠢᠭᠦᠯᠬᠦ ᠪᠠ ᠰᠤᠷᠭᠠᠨ ᠬᠦᠮᠦᠵᠢᠯ ᠦᠨ ᠴᠢᠨᠠᠷ ᠢ ᠳᠡᠭᠡᠭᠰᠢᠯᠡᠭᠦᠯᠬᠦ ᠶᠢ ᠵᠣᠷᠢᠯᠭ᠎ᠠ ᠪᠣᠯᠭᠠᠨ᠎ᠠ ᠃ ᠰᠤᠷᠭᠠᠭᠤᠯᠢ ᠶᠢᠨ ᠰᠤᠷᠭᠠᠨ ᠬᠦᠮᠦᠵᠢᠯ ᠦᠨ ᠠᠵᠢᠯ ᠢ ᠰᠠᠶᠢᠵᠢᠷᠠᠭᠤᠯᠬᠤ ᠳᠤ ᠪᠠᠭᠰᠢ ᠨᠠᠷ ᠤᠨ ᠦᠦᠷᠭᠡ ᠶᠢ ᠲᠣᠳᠣᠷᠬᠠᠶᠢᠯᠠᠬᠤ ᠬᠡᠷᠡᠭᠲᠡᠢ ᠂ ᠰᠤᠷᠤᠭᠴᠢᠳ ᠤᠨ ᠰᠡᠳᠬᠢᠯ ᠰᠠᠨᠠᠭ᠎ᠠ ᠶᠢ ᠬᠥᠬᠢᠵᠢᠭᠦᠯᠬᠦ ᠪᠠ ᠰᠤᠷᠭᠠᠨ ᠬᠦᠮᠦᠵᠢᠯ ᠦᠨ ᠴᠢᠨᠠᠷ ᠢ ᠳᠡᠭᠡᠭᠰᠢᠯᠡᠭᠦᠯᠬᠦ ᠶᠢ ᠵᠣᠷᠢᠯᠭ᠎ᠠ ᠪᠣᠯᠭᠠᠨ᠎ᠠ ᠃ ᠰᠤᠷᠭᠠᠭᠤᠯᠢ ᠶᠢᠨ ᠰᠤᠷᠭᠠᠨ ᠬᠦᠮᠦᠵᠢᠯ ᠦᠨ ᠠᠵᠢᠯ ᠢ ᠰᠠᠶᠢᠵᠢᠷᠠᠭᠤᠯᠬᠤ ᠳᠤ ᠪᠠᠭᠰᠢ ᠨᠠᠷ ᠤᠨ ᠦᠦᠷᠭᠡ ᠶᠢ ᠲᠣᠳᠣᠷᠬᠠᠶᠢᠯᠠᠬᠤ ᠬᠡᠷᠡᠭᠲᠡᠢ ᠂ ᠰᠤᠷᠤᠭᠴᠢᠳ ᠤᠨ ᠰᠡᠳᠬᠢᠯ ᠰᠠᠨᠠᠭ᠎ᠠ ᠶᠢ ᠬᠥᠬᠢᠵᠢᠭᠦᠯᠬᠦ ᠪᠠ ᠰᠤᠷᠭᠠᠨ ᠬᠦᠮᠦᠵᠢᠯ ᠦᠨ ᠴᠢᠨᠠᠷ ᠢ ᠳᠡᠭᠡᠭᠰᠢᠯᠡᠭᠦᠯᠬᠦ ᠶᠢ ᠵᠣᠷᠢᠯᠭ᠎ᠠ ᠪᠣᠯᠭᠠᠨ᠎ᠠ ᠃	[226, 52, 233, 1746]
text-line: ᠰᠤᠷᠭᠠᠭᠤᠯᠢ ᠶᠢᠨ ᠰᠤᠷᠭᠠᠨ ᠬᠦᠮᠦᠵᠢᠯ ᠦᠨ ᠠᠵᠢᠯ ᠢ ᠰᠠᠶᠢᠵᠢᠷᠠᠭᠤᠯᠬᠤ ᠳᠤ ᠪᠠᠭᠰᠢ ᠨᠠᠷ ᠤᠨ ᠦᠦᠷᠭᠡ ᠶᠢ ᠲᠣᠳᠣᠷᠬᠠᠶᠢᠯᠠᠬᠤ ᠬᠡᠷᠡᠭᠲᠡᠢ ᠂ ᠰᠤᠷᠤᠭᠴᠢᠳ ᠤᠨ ᠰᠡᠳᠬᠢᠯ ᠰᠠᠨᠠᠭ᠎ᠠ ᠶᠢ ᠬᠥᠬᠢᠵᠢᠭᠦᠯᠬᠦ ᠪᠠ ᠰᠤᠷᠭᠠᠨ ᠬᠦᠮᠦᠵᠢᠯ ᠦᠨ ᠴᠢᠨᠠᠷ ᠢ ᠳᠡᠭᠡᠭᠰᠢᠯᠡᠭᠦᠯᠬᠦ ᠶᠢ ᠵᠣᠷᠢᠯᠭ᠎ᠠ ᠪᠣᠯᠭᠠᠨ᠎ᠠ ᠃ ᠰᠤᠷᠭᠠᠭᠤᠯᠢ ᠶᠢᠨ ᠰᠤᠷᠭᠠᠨ ᠬᠦᠮᠦᠵᠢᠯ ᠦᠨ ᠠᠵᠢᠯ ᠢ ᠰᠠᠶᠢᠵᠢᠷᠠᠭᠤᠯᠬᠤ ᠳᠤ ᠪᠠᠭᠰᠢ ᠨᠠᠷ ᠤᠨ ᠦᠦᠷᠭᠡ ᠶᠢ ᠲᠣᠳᠣᠷᠬᠠᠶᠢᠯᠠᠬᠤ ᠬᠡᠷᠡᠭᠲᠡᠢ ᠂ ᠰᠤᠷᠤᠭᠴᠢᠳ ᠤᠨ ᠰᠡᠳᠬᠢᠯ ᠰᠠᠨᠠᠭ᠎ᠠ ᠶᠢ ᠬᠥᠬᠢᠵᠢᠭᠦᠯᠬᠦ ᠪᠠ ᠰᠤᠷᠭᠠᠨ ᠬᠦᠮᠦᠵᠢᠯ ᠦᠨ ᠴᠢᠨᠠᠷ ᠢ ᠳᠡᠭᠡᠭᠰᠢᠯᠡᠭᠦᠯᠬᠦ ᠶᠢ ᠵᠣᠷᠢᠯᠭ᠎ᠠ ᠪᠣᠯᠭᠠᠨ᠎ᠠ ᠃ ᠰᠤᠷᠭᠠᠭᠤᠯᠢ ᠶᠢᠨ ᠰᠤᠷᠭᠠᠨ ᠬᠦᠮᠦᠵᠢᠯ ᠦᠨ ᠠᠵᠢᠯ ᠢ ᠰᠠᠶᠢᠵᠢᠷᠠᠭᠤᠯᠬᠤ ᠳᠤ ᠪᠠᠭᠰᠢ ᠨᠠᠷ ᠤᠨ ᠦᠦᠷᠭᠡ ᠶᠢ ᠲᠣᠳᠣᠷᠬᠠᠶᠢᠯᠠᠬᠤ ᠬᠡᠷᠡᠭᠲᠡᠢ ᠂ ᠰᠤᠷᠤᠭᠴᠢᠳ ᠤᠨ ᠰᠡᠳᠬᠢᠯ ᠰᠠᠨᠠᠭ᠎ᠠ ᠶᠢ ᠬᠥᠬᠢᠵᠢᠭᠦᠯᠬᠦ ᠪᠠ ᠰᠤᠷᠭᠠᠨ ᠬᠦᠮᠦᠵᠢᠯ ᠦᠨ ᠴᠢᠨᠠᠷ ᠢ ᠳᠡᠭᠡᠭᠰᠢᠯᠡᠭᠦᠯᠬᠦ ᠶᠢ ᠵᠣᠷᠢᠯᠭ᠎ᠠ ᠪᠣᠯᠭᠠᠨ᠎ᠠ ᠃	[193, 52, 200, 1746]
text-column	[319, 52, 327, 1746]
issue-date: 2022.11	[420, 567, 445, 574]
text-line: ᠰᠤᠷᠭᠠᠭᠤᠯᠢ ᠶᠢᠨ ᠰᠤᠷᠭᠠᠨ ᠬᠦᠮᠦᠵᠢᠯ ᠦᠨ ᠠᠵᠢᠯ ᠢ ᠰᠠᠶᠢᠵᠢᠷᠠᠭᠤᠯᠬᠤ ᠳᠤ ᠪᠠᠭᠰᠢ ᠨᠠᠷ ᠤᠨ ᠦᠦᠷᠭᠡ ᠶᠢ ᠲᠣᠳᠣᠷᠬᠠᠶᠢᠯᠠᠬᠤ ᠬᠡᠷᠡᠭᠲᠡᠢ ᠂ ᠰᠤᠷᠤᠭᠴᠢᠳ ᠤᠨ ᠰᠡᠳᠬᠢᠯ ᠰᠠᠨᠠᠭ᠎ᠠ ᠶᠢ ᠬᠥᠬᠢᠵᠢᠭᠦᠯᠬᠦ ᠪᠠ ᠰᠤᠷᠭᠠᠨ ᠬᠦᠮᠦᠵᠢᠯ ᠦᠨ ᠴᠢᠨᠠᠷ ᠢ ᠳᠡᠭᠡᠭᠰᠢᠯᠡᠭᠦᠯᠬᠦ ᠶᠢ ᠵᠣᠷᠢᠯᠭ᠎ᠠ ᠪᠣᠯᠭᠠᠨ᠎ᠠ ᠃ ᠰᠤᠷᠭᠠᠭᠤᠯᠢ ᠶᠢᠨ ᠰᠤᠷᠭᠠᠨ ᠬᠦᠮᠦᠵᠢᠯ ᠦᠨ ᠠᠵᠢᠯ ᠢ ᠰᠠᠶᠢᠵᠢᠷᠠᠭᠤᠯᠬᠤ ᠳᠤ ᠪᠠᠭᠰᠢ ᠨᠠᠷ ᠤᠨ ᠦᠦᠷᠭᠡ ᠶᠢ ᠲᠣᠳᠣᠷᠬᠠᠶᠢᠯᠠᠬᠤ ᠬᠡᠷᠡᠭᠲᠡᠢ ᠂ ᠰᠤᠷᠤᠭᠴᠢᠳ ᠤᠨ ᠰᠡᠳᠬᠢᠯ ᠰᠠᠨᠠᠭ᠎ᠠ ᠶᠢ ᠬᠥᠬᠢᠵᠢᠭᠦᠯᠬᠦ ᠪᠠ ᠰᠤᠷᠭᠠᠨ ᠬᠦᠮᠦᠵᠢᠯ ᠦᠨ ᠴᠢᠨᠠᠷ ᠢ ᠳᠡᠭᠡᠭᠰᠢᠯᠡᠭᠦᠯᠬᠦ ᠶᠢ ᠵᠣᠷᠢᠯᠭ᠎ᠠ ᠪᠣᠯᠭᠠᠨ᠎ᠠ ᠃ ᠰᠤᠷᠭᠠᠭᠤᠯᠢ ᠶᠢᠨ ᠰᠤᠷᠭᠠᠨ ᠬᠦᠮᠦᠵᠢᠯ ᠦᠨ ᠠᠵᠢᠯ ᠢ ᠰᠠᠶᠢᠵᠢᠷᠠᠭᠤᠯᠬᠤ ᠳᠤ ᠪᠠᠭᠰᠢ ᠨᠠᠷ ᠤᠨ ᠦᠦᠷᠭᠡ ᠶᠢ ᠲᠣᠳᠣᠷᠬᠠᠶᠢᠯᠠᠬᠤ ᠬᠡᠷᠡᠭᠲᠡᠢ ᠂ ᠰᠤᠷᠤᠭᠴᠢᠳ ᠤᠨ ᠰᠡᠳᠬᠢᠯ ᠰᠠᠨᠠᠭ᠎ᠠ ᠶᠢ ᠬᠥᠬᠢᠵᠢᠭᠦᠯᠬᠦ ᠪᠠ ᠰᠤᠷᠭᠠᠨ ᠬᠦᠮᠦᠵᠢᠯ ᠦᠨ ᠴᠢᠨᠠᠷ ᠢ ᠳᠡᠭᠡᠭᠰᠢᠯᠡᠭᠦᠯᠬᠦ ᠶᠢ ᠵᠣᠷᠢᠯᠭ᠎ᠠ ᠪᠣᠯᠭᠠᠨ᠎ᠠ ᠃	[168, 52, 175, 1746]
text-line: ᠰᠤᠷᠭᠠᠭᠤᠯᠢ ᠶᠢᠨ ᠰᠤᠷᠭᠠᠨ ᠬᠦᠮᠦᠵᠢᠯ ᠦᠨ ᠠᠵᠢᠯ ᠢ ᠰᠠᠶᠢᠵᠢᠷᠠᠭᠤᠯᠬᠤ ᠳᠤ ᠪᠠᠭᠰᠢ ᠨᠠᠷ ᠤᠨ ᠦᠦᠷᠭᠡ ᠶᠢ ᠲᠣᠳᠣᠷᠬᠠᠶᠢᠯᠠᠬᠤ ᠬᠡᠷᠡᠭᠲᠡᠢ ᠂ ᠰᠤᠷᠤᠭᠴᠢᠳ ᠤᠨ ᠰᠡᠳᠬᠢᠯ ᠰᠠᠨᠠᠭ᠎ᠠ ᠶᠢ ᠬᠥᠬᠢᠵᠢᠭᠦᠯᠬᠦ ᠪᠠ ᠰᠤᠷᠭᠠᠨ ᠬᠦᠮᠦᠵᠢᠯ ᠦᠨ ᠴᠢᠨᠠᠷ ᠢ ᠳᠡᠭᠡᠭᠰᠢᠯᠡᠭᠦᠯᠬᠦ ᠶᠢ ᠵᠣᠷᠢᠯᠭ᠎ᠠ ᠪᠣᠯᠭᠠᠨ᠎ᠠ ᠃ ᠰᠤᠷᠭᠠᠭᠤᠯᠢ ᠶᠢᠨ ᠰᠤᠷᠭᠠᠨ ᠬᠦᠮᠦᠵᠢᠯ ᠦᠨ ᠠᠵᠢᠯ ᠢ ᠰᠠᠶᠢᠵᠢᠷᠠᠭᠤᠯᠬᠤ ᠳᠤ ᠪᠠᠭᠰᠢ ᠨᠠᠷ ᠤᠨ ᠦᠦᠷᠭᠡ ᠶᠢ ᠲᠣᠳᠣᠷᠬᠠᠶᠢᠯᠠᠬᠤ ᠬᠡᠷᠡᠭᠲᠡᠢ ᠂ ᠰᠤᠷᠤᠭᠴᠢᠳ ᠤᠨ ᠰᠡᠳᠬᠢᠯ ᠰᠠᠨᠠᠭ᠎ᠠ ᠶᠢ ᠬᠥᠬᠢᠵᠢᠭᠦᠯᠬᠦ ᠪᠠ ᠰᠤᠷᠭᠠᠨ ᠬᠦᠮᠦᠵᠢᠯ ᠦᠨ ᠴᠢᠨᠠᠷ ᠢ ᠳᠡᠭᠡᠭᠰᠢᠯᠡᠭᠦᠯᠬᠦ ᠶᠢ ᠵᠣᠷᠢᠯᠭ᠎ᠠ ᠪᠣᠯᠭᠠᠨ᠎ᠠ ᠃ ᠰᠤᠷᠭᠠᠭᠤᠯᠢ ᠶᠢᠨ ᠰᠤᠷᠭᠠᠨ ᠬᠦᠮᠦᠵᠢᠯ ᠦᠨ ᠠᠵᠢᠯ ᠢ ᠰᠠᠶᠢᠵᠢᠷᠠᠭᠤᠯᠬᠤ ᠳᠤ ᠪᠠᠭᠰᠢ ᠨᠠᠷ ᠤᠨ ᠦᠦᠷᠭᠡ ᠶᠢ ᠲᠣᠳᠣᠷᠬᠠᠶᠢᠯᠠᠬᠤ ᠬᠡᠷᠡᠭᠲᠡᠢ ᠂ ᠰᠤᠷᠤᠭᠴᠢᠳ ᠤᠨ ᠰᠡᠳᠬᠢᠯ ᠰᠠᠨᠠᠭ᠎ᠠ ᠶᠢ ᠬᠥᠬᠢᠵᠢᠭᠦᠯᠬᠦ ᠪᠠ ᠰᠤᠷᠭᠠᠨ ᠬᠦᠮᠦᠵᠢᠯ ᠦᠨ ᠴᠢᠨᠠᠷ ᠢ ᠳᠡᠭᠡᠭᠰᠢᠯᠡᠭᠦᠯᠬᠦ ᠶᠢ ᠵᠣᠷᠢᠯᠭ᠎ᠠ ᠪᠣᠯᠭᠠᠨ᠎ᠠ ᠃	[344, 52, 351, 1746]
text-line: ᠰᠤᠷᠭᠠᠭᠤᠯᠢ ᠶᠢᠨ ᠰᠤᠷᠭᠠᠨ ᠬᠦᠮᠦᠵᠢᠯ ᠦᠨ ᠠᠵᠢᠯ ᠢ ᠰᠠᠶᠢᠵᠢᠷᠠᠭᠤᠯᠬᠤ ᠳᠤ ᠪᠠᠭᠰᠢ ᠨᠠᠷ ᠤᠨ ᠦᠦᠷᠭᠡ ᠶᠢ ᠲᠣᠳᠣᠷᠬᠠᠶᠢᠯᠠᠬᠤ ᠬᠡᠷᠡᠭᠲᠡᠢ ᠂ ᠰᠤᠷᠤᠭᠴᠢᠳ ᠤᠨ ᠰᠡᠳᠬᠢᠯ ᠰᠠᠨᠠᠭ᠎ᠠ ᠶᠢ ᠬᠥᠬᠢᠵᠢᠭᠦᠯᠬᠦ ᠪᠠ ᠰᠤᠷᠭᠠᠨ ᠬᠦᠮᠦᠵᠢᠯ ᠦᠨ ᠴᠢᠨᠠᠷ ᠢ ᠳᠡᠭᠡᠭᠰᠢᠯᠡᠭᠦᠯᠬᠦ ᠶᠢ ᠵᠣᠷᠢᠯᠭ᠎ᠠ ᠪᠣᠯᠭᠠᠨ᠎ᠠ ᠃ ᠰᠤᠷᠭᠠᠭᠤᠯᠢ ᠶᠢᠨ ᠰᠤᠷᠭᠠᠨ ᠬᠦᠮᠦᠵᠢᠯ ᠦᠨ ᠠᠵᠢᠯ ᠢ ᠰᠠᠶᠢᠵᠢᠷᠠᠭᠤᠯᠬᠤ ᠳᠤ ᠪᠠᠭᠰᠢ ᠨᠠᠷ ᠤᠨ ᠦᠦᠷᠭᠡ ᠶᠢ ᠲᠣᠳᠣᠷᠬᠠᠶᠢᠯᠠᠬᠤ ᠬᠡᠷᠡᠭᠲᠡᠢ ᠂ ᠰᠤᠷᠤᠭᠴᠢᠳ ᠤᠨ ᠰᠡᠳᠬᠢᠯ ᠰᠠᠨᠠᠭ᠎ᠠ ᠶᠢ ᠬᠥᠬᠢᠵᠢᠭᠦᠯᠬᠦ ᠪᠠ ᠰᠤᠷᠭᠠᠨ ᠬᠦᠮᠦᠵᠢᠯ ᠦᠨ ᠴᠢᠨᠠᠷ ᠢ ᠳᠡᠭᠡᠭᠰᠢᠯᠡᠭᠦᠯᠬᠦ ᠶᠢ ᠵᠣᠷᠢᠯᠭ᠎ᠠ ᠪᠣᠯᠭᠠᠨ᠎ᠠ ᠃ ᠰᠤᠷᠭᠠᠭᠤᠯᠢ ᠶᠢᠨ ᠰᠤᠷᠭᠠᠨ ᠬᠦᠮᠦᠵᠢᠯ ᠦᠨ ᠠᠵᠢᠯ ᠢ ᠰᠠᠶᠢᠵᠢᠷᠠᠭᠤᠯᠬᠤ ᠳᠤ ᠪᠠᠭᠰᠢ ᠨᠠᠷ ᠤᠨ ᠦᠦᠷᠭᠡ ᠶᠢ ᠲᠣᠳᠣᠷᠬᠠᠶᠢᠯᠠᠬᠤ ᠬᠡᠷᠡᠭᠲᠡᠢ ᠂ ᠰᠤᠷᠤᠭᠴᠢᠳ ᠤᠨ ᠰᠡᠳᠬᠢᠯ ᠰᠠᠨᠠᠭ᠎ᠠ ᠶᠢ ᠬᠥᠬᠢᠵᠢᠭᠦᠯᠬᠦ ᠪᠠ ᠰᠤᠷᠭᠠᠨ ᠬᠦᠮᠦᠵᠢᠯ ᠦᠨ ᠴᠢᠨᠠᠷ ᠢ ᠳᠡᠭᠡᠭᠰᠢᠯᠡᠭᠦᠯᠬᠦ ᠶᠢ ᠵᠣᠷᠢᠯᠭ᠎ᠠ ᠪᠣᠯᠭᠠᠨ᠎ᠠ ᠃	[70, 52, 77, 1746]
text-column	[118, 52, 126, 1746]
text-column	[375, 52, 382, 1746]
text-line: ᠰᠤᠷᠭᠠᠭᠤᠯᠢ ᠶᠢᠨ ᠰᠤᠷᠭᠠᠨ ᠬᠦᠮᠦᠵᠢᠯ ᠦᠨ ᠠᠵᠢᠯ ᠢ ᠰᠠᠶᠢᠵᠢᠷᠠᠭᠤᠯᠬᠤ ᠳᠤ ᠪᠠᠭᠰᠢ ᠨᠠᠷ ᠤᠨ ᠦᠦᠷᠭᠡ ᠶᠢ ᠲᠣᠳᠣᠷᠬᠠᠶᠢᠯᠠᠬᠤ ᠬᠡᠷᠡᠭᠲᠡᠢ ᠂ ᠰᠤᠷᠤᠭᠴᠢᠳ ᠤᠨ ᠰᠡᠳᠬᠢᠯ ᠰᠠᠨᠠᠭ᠎ᠠ ᠶᠢ ᠬᠥᠬᠢᠵᠢᠭᠦᠯᠬᠦ ᠪᠠ ᠰᠤᠷᠭᠠᠨ ᠬᠦᠮᠦᠵᠢᠯ ᠦᠨ ᠴᠢᠨᠠᠷ ᠢ ᠳᠡᠭᠡᠭᠰᠢᠯᠡᠭᠦᠯᠬᠦ ᠶᠢ ᠵᠣᠷᠢᠯᠭ᠎ᠠ ᠪᠣᠯᠭᠠᠨ᠎ᠠ ᠃ ᠰᠤᠷᠭᠠᠭᠤᠯᠢ ᠶᠢᠨ ᠰᠤᠷᠭᠠᠨ ᠬᠦᠮᠦᠵᠢᠯ ᠦᠨ ᠠᠵᠢᠯ ᠢ ᠰᠠᠶᠢᠵᠢᠷᠠᠭᠤᠯᠬᠤ ᠳᠤ ᠪᠠᠭᠰᠢ ᠨᠠᠷ ᠤᠨ ᠦᠦᠷᠭᠡ ᠶᠢ ᠲᠣᠳᠣᠷᠬᠠᠶᠢᠯᠠᠬᠤ ᠬᠡᠷᠡᠭᠲᠡᠢ ᠂ ᠰᠤᠷᠤᠭᠴᠢᠳ ᠤᠨ ᠰᠡᠳᠬᠢᠯ ᠰᠠᠨᠠᠭ᠎ᠠ ᠶᠢ ᠬᠥᠬᠢᠵᠢᠭᠦᠯᠬᠦ ᠪᠠ ᠰᠤᠷᠭᠠᠨ ᠬᠦᠮᠦᠵᠢᠯ ᠦᠨ ᠴᠢᠨᠠᠷ ᠢ ᠳᠡᠭᠡᠭᠰᠢᠯᠡᠭᠦᠯᠬᠦ ᠶᠢ ᠵᠣᠷᠢᠯᠭ᠎ᠠ ᠪᠣᠯᠭᠠᠨ᠎ᠠ ᠃ ᠰᠤᠷᠭᠠᠭᠤᠯᠢ ᠶᠢᠨ ᠰᠤᠷᠭᠠᠨ ᠬᠦᠮᠦᠵᠢᠯ ᠦᠨ ᠠᠵᠢᠯ ᠢ ᠰᠠᠶᠢᠵᠢᠷᠠᠭᠤᠯᠬᠤ ᠳᠤ ᠪᠠᠭᠰᠢ ᠨᠠᠷ ᠤᠨ ᠦᠦᠷᠭᠡ ᠶᠢ ᠲᠣᠳᠣᠷᠬᠠᠶᠢᠯᠠᠬᠤ ᠬᠡᠷᠡᠭᠲᠡᠢ ᠂ ᠰᠤᠷᠤᠭᠴᠢᠳ ᠤᠨ ᠰᠡᠳᠬᠢᠯ ᠰᠠᠨᠠᠭ᠎ᠠ ᠶᠢ ᠬᠥᠬᠢᠵᠢᠭᠦᠯᠬᠦ ᠪᠠ ᠰᠤᠷᠭᠠᠨ ᠬᠦᠮᠦᠵᠢᠯ ᠦᠨ ᠴᠢᠨᠠᠷ ᠢ ᠳᠡᠭᠡᠭᠰᠢᠯᠡᠭᠦᠯᠬᠦ ᠶᠢ ᠵᠣᠷᠢᠯᠭ᠎ᠠ ᠪᠣᠯᠭᠠᠨ᠎ᠠ ᠃	[185, 52, 192, 1746]
text-column	[28, 52, 35, 1746]
text-column	[217, 52, 224, 1746]
text-line: ᠰᠤᠷᠭᠠᠭᠤᠯᠢ ᠶᠢᠨ ᠰᠤᠷᠭᠠᠨ ᠬᠦᠮᠦᠵᠢᠯ ᠦᠨ ᠠᠵᠢᠯ ᠢ ᠰᠠᠶᠢᠵᠢᠷᠠᠭᠤᠯᠬᠤ ᠳᠤ ᠪᠠᠭᠰᠢ ᠨᠠᠷ ᠤᠨ ᠦᠦᠷᠭᠡ ᠶᠢ ᠲᠣᠳᠣᠷᠬᠠᠶᠢᠯᠠᠬᠤ ᠬᠡᠷᠡᠭᠲᠡᠢ ᠂ ᠰᠤᠷᠤᠭᠴᠢᠳ ᠤᠨ ᠰᠡᠳᠬᠢᠯ ᠰᠠᠨᠠᠭ᠎ᠠ ᠶᠢ ᠬᠥᠬᠢᠵᠢᠭᠦᠯᠬᠦ ᠪᠠ ᠰᠤᠷᠭᠠᠨ ᠬᠦᠮᠦᠵᠢᠯ ᠦᠨ ᠴᠢᠨᠠᠷ ᠢ ᠳᠡᠭᠡᠭᠰᠢᠯᠡᠭᠦᠯᠬᠦ ᠶᠢ ᠵᠣᠷᠢᠯᠭ᠎ᠠ ᠪᠣᠯᠭᠠᠨ᠎ᠠ ᠃ ᠰᠤᠷᠭᠠᠭᠤᠯᠢ ᠶᠢᠨ ᠰᠤᠷᠭᠠᠨ ᠬᠦᠮᠦᠵᠢᠯ ᠦᠨ ᠠᠵᠢᠯ ᠢ ᠰᠠᠶᠢᠵᠢᠷᠠᠭᠤᠯᠬᠤ ᠳᠤ ᠪᠠᠭᠰᠢ ᠨᠠᠷ ᠤᠨ ᠦᠦᠷᠭᠡ ᠶᠢ ᠲᠣᠳᠣᠷᠬᠠᠶᠢᠯᠠᠬᠤ ᠬᠡᠷᠡᠭᠲᠡᠢ ᠂ ᠰᠤᠷᠤᠭᠴᠢᠳ ᠤᠨ ᠰᠡᠳᠬᠢᠯ ᠰᠠᠨᠠᠭ᠎ᠠ ᠶᠢ ᠬᠥᠬᠢᠵᠢᠭᠦᠯᠬᠦ ᠪᠠ ᠰᠤᠷᠭᠠᠨ ᠬᠦᠮᠦᠵᠢᠯ ᠦᠨ ᠴᠢᠨᠠᠷ ᠢ ᠳᠡᠭᠡᠭᠰᠢᠯᠡᠭᠦᠯᠬᠦ ᠶᠢ ᠵᠣᠷᠢᠯᠭ᠎ᠠ ᠪᠣᠯᠭᠠᠨ᠎ᠠ ᠃ ᠰᠤᠷᠭᠠᠭᠤᠯᠢ ᠶᠢᠨ ᠰᠤᠷᠭᠠᠨ ᠬᠦᠮᠦᠵᠢᠯ ᠦᠨ ᠠᠵᠢᠯ ᠢ ᠰᠠᠶᠢᠵᠢᠷᠠᠭᠤᠯᠬᠤ ᠳᠤ ᠪᠠᠭᠰᠢ ᠨᠠᠷ ᠤᠨ ᠦᠦᠷᠭᠡ ᠶᠢ ᠲᠣᠳᠣᠷᠬᠠᠶᠢᠯᠠᠬᠤ ᠬᠡᠷᠡᠭᠲᠡᠢ ᠂ ᠰᠤᠷᠤᠭᠴᠢᠳ ᠤᠨ ᠰᠡᠳᠬᠢᠯ ᠰᠠᠨᠠᠭ᠎ᠠ ᠶᠢ ᠬᠥᠬᠢᠵᠢᠭᠦᠯᠬᠦ ᠪᠠ ᠰᠤᠷᠭᠠᠨ ᠬᠦᠮᠦᠵᠢᠯ ᠦᠨ ᠴᠢᠨᠠᠷ ᠢ ᠳᠡᠭᠡᠭᠰᠢᠯᠡᠭᠦᠯᠬᠦ ᠶᠢ ᠵᠣᠷᠢᠯᠭ᠎ᠠ ᠪᠣᠯᠭᠠᠨ᠎ᠠ ᠃	[78, 52, 85, 1746]
text-line: ᠰᠤᠷᠭᠠᠭᠤᠯᠢ ᠶᠢᠨ ᠰᠤᠷᠭᠠᠨ ᠬᠦᠮᠦᠵᠢᠯ ᠦᠨ ᠠᠵᠢᠯ ᠢ ᠰᠠᠶᠢᠵᠢᠷᠠᠭᠤᠯᠬᠤ ᠳᠤ ᠪᠠᠭᠰᠢ ᠨᠠᠷ ᠤᠨ ᠦᠦᠷᠭᠡ ᠶᠢ ᠲᠣᠳᠣᠷᠬᠠᠶᠢᠯᠠᠬᠤ ᠬᠡᠷᠡᠭᠲᠡᠢ ᠂ ᠰᠤᠷᠤᠭᠴᠢᠳ ᠤᠨ ᠰᠡᠳᠬᠢᠯ ᠰᠠᠨᠠᠭ᠎ᠠ ᠶᠢ ᠬᠥᠬᠢᠵᠢᠭᠦᠯᠬᠦ ᠪᠠ ᠰᠤᠷᠭᠠᠨ ᠬᠦᠮᠦᠵᠢᠯ ᠦᠨ ᠴᠢᠨᠠᠷ ᠢ ᠳᠡᠭᠡᠭᠰᠢᠯᠡᠭᠦᠯᠬᠦ ᠶᠢ ᠵᠣᠷᠢᠯᠭ᠎ᠠ ᠪᠣᠯᠭᠠᠨ᠎ᠠ ᠃ ᠰᠤᠷᠭᠠᠭᠤᠯᠢ ᠶᠢᠨ ᠰᠤᠷᠭᠠᠨ ᠬᠦᠮᠦᠵᠢᠯ ᠦᠨ ᠠᠵᠢᠯ ᠢ ᠰᠠᠶᠢᠵᠢᠷᠠᠭᠤᠯᠬᠤ ᠳᠤ ᠪᠠᠭᠰᠢ ᠨᠠᠷ ᠤᠨ ᠦᠦᠷᠭᠡ ᠶᠢ ᠲᠣᠳᠣᠷᠬᠠᠶᠢᠯᠠᠬᠤ ᠬᠡᠷᠡᠭᠲᠡᠢ ᠂ ᠰᠤᠷᠤᠭᠴᠢᠳ ᠤᠨ ᠰᠡᠳᠬᠢᠯ ᠰᠠᠨᠠᠭ᠎ᠠ ᠶᠢ ᠬᠥᠬᠢᠵᠢᠭᠦᠯᠬᠦ ᠪᠠ ᠰᠤᠷᠭᠠᠨ ᠬᠦᠮᠦᠵᠢᠯ ᠦᠨ ᠴᠢᠨᠠᠷ ᠢ ᠳᠡᠭᠡᠭᠰᠢᠯᠡᠭᠦᠯᠬᠦ ᠶᠢ ᠵᠣᠷᠢᠯᠭ᠎ᠠ ᠪᠣᠯᠭᠠᠨ᠎ᠠ ᠃ ᠰᠤᠷᠭᠠᠭᠤᠯᠢ ᠶᠢᠨ ᠰᠤᠷᠭᠠᠨ ᠬᠦᠮᠦᠵᠢᠯ ᠦᠨ ᠠᠵᠢᠯ ᠢ ᠰᠠᠶᠢᠵᠢᠷᠠᠭᠤᠯᠬᠤ ᠳᠤ ᠪᠠᠭᠰᠢ ᠨᠠᠷ ᠤᠨ ᠦᠦᠷᠭᠡ ᠶᠢ ᠲᠣᠳᠣᠷᠬᠠᠶᠢᠯᠠᠬᠤ ᠬᠡᠷᠡᠭᠲᠡᠢ ᠂ ᠰᠤᠷᠤᠭᠴᠢᠳ ᠤᠨ ᠰᠡᠳᠬᠢᠯ ᠰᠠᠨᠠᠭ᠎ᠠ ᠶᠢ ᠬᠥᠬᠢᠵᠢᠭᠦᠯᠬᠦ ᠪᠠ ᠰᠤᠷᠭᠠᠨ ᠬᠦᠮᠦᠵᠢᠯ ᠦᠨ ᠴᠢᠨᠠᠷ ᠢ ᠳᠡᠭᠡᠭᠰᠢᠯᠡᠭᠦᠯᠬᠦ ᠶᠢ ᠵᠣᠷᠢᠯᠭ᠎ᠠ ᠪᠣᠯᠭᠠᠨ᠎ᠠ ᠃	[111, 52, 118, 1746]
text-line: ᠰᠤᠷᠭᠠᠭᠤᠯᠢ ᠶᠢᠨ ᠰᠤᠷᠭᠠᠨ ᠬᠦᠮᠦᠵᠢᠯ ᠦᠨ ᠠᠵᠢᠯ ᠢ ᠰᠠᠶᠢᠵᠢᠷᠠᠭᠤᠯᠬᠤ ᠳᠤ ᠪᠠᠭᠰᠢ ᠨᠠᠷ ᠤᠨ ᠦᠦᠷᠭᠡ ᠶᠢ ᠲᠣᠳᠣᠷᠬᠠᠶᠢᠯᠠᠬᠤ ᠬᠡᠷᠡᠭᠲᠡᠢ ᠂ ᠰᠤᠷᠤᠭᠴᠢᠳ ᠤᠨ ᠰᠡᠳᠬᠢᠯ ᠰᠠᠨᠠᠭ᠎ᠠ ᠶᠢ ᠬᠥᠬᠢᠵᠢᠭᠦᠯᠬᠦ ᠪᠠ ᠰᠤᠷᠭᠠᠨ ᠬᠦᠮᠦᠵᠢᠯ ᠦᠨ ᠴᠢᠨᠠᠷ ᠢ ᠳᠡᠭᠡᠭᠰᠢᠯᠡᠭᠦᠯᠬᠦ ᠶᠢ ᠵᠣᠷᠢᠯᠭ᠎ᠠ ᠪᠣᠯᠭᠠᠨ᠎ᠠ ᠃ ᠰᠤᠷᠭᠠᠭᠤᠯᠢ ᠶᠢᠨ ᠰᠤᠷᠭᠠᠨ ᠬᠦᠮᠦᠵᠢᠯ ᠦᠨ ᠠᠵᠢᠯ ᠢ ᠰᠠᠶᠢᠵᠢᠷᠠᠭᠤᠯᠬᠤ ᠳᠤ ᠪᠠᠭᠰᠢ ᠨᠠᠷ ᠤᠨ ᠦᠦᠷᠭᠡ ᠶᠢ ᠲᠣᠳᠣᠷᠬᠠᠶᠢᠯᠠᠬᠤ ᠬᠡᠷᠡᠭᠲᠡᠢ ᠂ ᠰᠤᠷᠤᠭᠴᠢᠳ ᠤᠨ ᠰᠡᠳᠬᠢᠯ ᠰᠠᠨᠠᠭ᠎ᠠ ᠶᠢ ᠬᠥᠬᠢᠵᠢᠭᠦᠯᠬᠦ ᠪᠠ ᠰᠤᠷᠭᠠᠨ ᠬᠦᠮᠦᠵᠢᠯ ᠦᠨ ᠴᠢᠨᠠᠷ ᠢ ᠳᠡᠭᠡᠭᠰᠢᠯᠡᠭᠦᠯᠬᠦ ᠶᠢ ᠵᠣᠷᠢᠯᠭ᠎ᠠ ᠪᠣᠯᠭᠠᠨ᠎ᠠ ᠃ ᠰᠤᠷᠭᠠᠭᠤᠯᠢ ᠶᠢᠨ ᠰᠤᠷᠭᠠᠨ ᠬᠦᠮᠦᠵᠢᠯ ᠦᠨ ᠠᠵᠢᠯ ᠢ ᠰᠠᠶᠢᠵᠢᠷᠠᠭᠤᠯᠬᠤ ᠳᠤ ᠪᠠᠭᠰᠢ ᠨᠠᠷ ᠤᠨ ᠦᠦᠷᠭᠡ ᠶᠢ ᠲᠣᠳᠣᠷᠬᠠᠶᠢᠯᠠᠬᠤ ᠬᠡᠷᠡᠭᠲᠡᠢ ᠂ ᠰᠤᠷᠤᠭᠴᠢᠳ ᠤᠨ ᠰᠡᠳᠬᠢᠯ ᠰᠠᠨᠠᠭ᠎ᠠ ᠶᠢ ᠬᠥᠬᠢᠵᠢᠭᠦᠯᠬᠦ ᠪᠠ ᠰᠤᠷᠭᠠᠨ ᠬᠦᠮᠦᠵᠢᠯ ᠦᠨ ᠴᠢᠨᠠᠷ ᠢ ᠳᠡᠭᠡᠭᠰᠢᠯᠡᠭᠦᠯᠬᠦ ᠶᠢ ᠵᠣᠷᠢᠯᠭ᠎ᠠ ᠪᠣᠯᠭᠠᠨ᠎ᠠ ᠃	[234, 52, 241, 1746]
text-line: ᠰᠤᠷᠭᠠᠭᠤᠯᠢ ᠶᠢᠨ ᠰᠤᠷᠭᠠᠨ ᠬᠦᠮᠦᠵᠢᠯ ᠦᠨ ᠠᠵᠢᠯ ᠢ ᠰᠠᠶᠢᠵᠢᠷᠠᠭᠤᠯᠬᠤ ᠳᠤ ᠪᠠᠭᠰᠢ ᠨᠠᠷ ᠤᠨ ᠦᠦᠷᠭᠡ ᠶᠢ ᠲᠣᠳᠣᠷᠬᠠᠶᠢᠯᠠᠬᠤ ᠬᠡᠷᠡᠭᠲᠡᠢ ᠂ ᠰᠤᠷᠤᠭᠴᠢᠳ ᠤᠨ ᠰᠡᠳᠬᠢᠯ ᠰᠠᠨᠠᠭ᠎ᠠ ᠶᠢ ᠬᠥᠬᠢᠵᠢᠭᠦᠯᠬᠦ ᠪᠠ ᠰᠤᠷᠭᠠᠨ ᠬᠦᠮᠦᠵᠢᠯ ᠦᠨ ᠴᠢᠨᠠᠷ ᠢ ᠳᠡᠭᠡᠭᠰᠢᠯᠡᠭᠦᠯᠬᠦ ᠶᠢ ᠵᠣᠷᠢᠯᠭ᠎ᠠ ᠪᠣᠯᠭᠠᠨ᠎ᠠ ᠃ ᠰᠤᠷᠭᠠᠭᠤᠯᠢ ᠶᠢᠨ ᠰᠤᠷᠭᠠᠨ ᠬᠦᠮᠦᠵᠢᠯ ᠦᠨ ᠠᠵᠢᠯ ᠢ ᠰᠠᠶᠢᠵᠢᠷᠠᠭᠤᠯᠬᠤ ᠳᠤ ᠪᠠᠭᠰᠢ ᠨᠠᠷ ᠤᠨ ᠦᠦᠷᠭᠡ ᠶᠢ ᠲᠣᠳᠣᠷᠬᠠᠶᠢᠯᠠᠬᠤ ᠬᠡᠷᠡᠭᠲᠡᠢ ᠂ ᠰᠤᠷᠤᠭᠴᠢᠳ ᠤᠨ ᠰᠡᠳᠬᠢᠯ ᠰᠠᠨᠠᠭ᠎ᠠ ᠶᠢ ᠬᠥᠬᠢᠵᠢᠭᠦᠯᠬᠦ ᠪᠠ ᠰᠤᠷᠭᠠᠨ ᠬᠦᠮᠦᠵᠢᠯ ᠦᠨ ᠴᠢᠨᠠᠷ ᠢ ᠳᠡᠭᠡᠭᠰᠢᠯᠡᠭᠦᠯᠬᠦ ᠶᠢ ᠵᠣᠷᠢᠯᠭ᠎ᠠ ᠪᠣᠯᠭᠠᠨ᠎ᠠ ᠃ ᠰᠤᠷᠭᠠᠭᠤᠯᠢ ᠶᠢᠨ ᠰᠤᠷᠭᠠᠨ ᠬᠦᠮᠦᠵᠢᠯ ᠦᠨ ᠠᠵᠢᠯ ᠢ ᠰᠠᠶᠢᠵᠢᠷᠠᠭᠤᠯᠬᠤ ᠳᠤ ᠪᠠᠭᠰᠢ ᠨᠠᠷ ᠤᠨ ᠦᠦᠷᠭᠡ ᠶᠢ ᠲᠣᠳᠣᠷᠬᠠᠶᠢᠯᠠᠬᠤ ᠬᠡᠷᠡᠭᠲᠡᠢ ᠂ ᠰᠤᠷᠤᠭᠴᠢᠳ ᠤᠨ ᠰᠡᠳᠬᠢᠯ ᠰᠠᠨᠠᠭ᠎ᠠ ᠶᠢ ᠬᠥᠬᠢᠵᠢᠭᠦᠯᠬᠦ ᠪᠠ ᠰᠤᠷᠭᠠᠨ ᠬᠦᠮᠦᠵᠢᠯ ᠦᠨ ᠴᠢᠨᠠᠷ ᠢ ᠳᠡᠭᠡᠭᠰᠢᠯᠡᠭᠦᠯᠬᠦ ᠶᠢ ᠵᠣᠷᠢᠯᠭ᠎ᠠ ᠪᠣᠯᠭᠠᠨ᠎ᠠ ᠃	[328, 52, 335, 1746]
text-line: ᠰᠤᠷᠭᠠᠭᠤᠯᠢ ᠶᠢᠨ ᠰᠤᠷᠭᠠᠨ ᠬᠦᠮᠦᠵᠢᠯ ᠦᠨ ᠠᠵᠢᠯ ᠢ ᠰᠠᠶᠢᠵᠢᠷᠠᠭᠤᠯᠬᠤ ᠳᠤ ᠪᠠᠭᠰᠢ ᠨᠠᠷ ᠤᠨ ᠦᠦᠷᠭᠡ ᠶᠢ ᠲᠣᠳᠣᠷᠬᠠᠶᠢᠯᠠᠬᠤ ᠬᠡᠷᠡᠭᠲᠡᠢ ᠂ ᠰᠤᠷᠤᠭᠴᠢᠳ ᠤᠨ ᠰᠡᠳᠬᠢᠯ ᠰᠠᠨᠠᠭ᠎ᠠ ᠶᠢ ᠬᠥᠬᠢᠵᠢᠭᠦᠯᠬᠦ ᠪᠠ ᠰᠤᠷᠭᠠᠨ ᠬᠦᠮᠦᠵᠢᠯ ᠦᠨ ᠴᠢᠨᠠᠷ ᠢ ᠳᠡᠭᠡᠭᠰᠢᠯᠡᠭᠦᠯᠬᠦ ᠶᠢ ᠵᠣᠷᠢᠯᠭ᠎ᠠ ᠪᠣᠯᠭᠠᠨ᠎ᠠ ᠃ ᠰᠤᠷᠭᠠᠭᠤᠯᠢ ᠶᠢᠨ ᠰᠤᠷᠭᠠᠨ ᠬᠦᠮᠦᠵᠢᠯ ᠦᠨ ᠠᠵᠢᠯ ᠢ ᠰᠠᠶᠢᠵᠢᠷᠠᠭᠤᠯᠬᠤ ᠳᠤ ᠪᠠᠭᠰᠢ ᠨᠠᠷ ᠤᠨ ᠦᠦᠷᠭᠡ ᠶᠢ ᠲᠣᠳᠣᠷᠬᠠᠶᠢᠯᠠᠬᠤ ᠬᠡᠷᠡᠭᠲᠡᠢ ᠂ ᠰᠤᠷᠤᠭᠴᠢᠳ ᠤᠨ ᠰᠡᠳᠬᠢᠯ ᠰᠠᠨᠠᠭ᠎ᠠ ᠶᠢ ᠬᠥᠬᠢᠵᠢᠭᠦᠯᠬᠦ ᠪᠠ ᠰᠤᠷᠭᠠᠨ ᠬᠦᠮᠦᠵᠢᠯ ᠦᠨ ᠴᠢᠨᠠᠷ ᠢ ᠳᠡᠭᠡᠭᠰᠢᠯᠡᠭᠦᠯᠬᠦ ᠶᠢ ᠵᠣᠷᠢᠯᠭ᠎ᠠ ᠪᠣᠯᠭᠠᠨ᠎ᠠ ᠃ ᠰᠤᠷᠭᠠᠭᠤᠯᠢ ᠶᠢᠨ ᠰᠤᠷᠭᠠᠨ ᠬᠦᠮᠦᠵᠢᠯ ᠦᠨ ᠠᠵᠢᠯ ᠢ ᠰᠠᠶᠢᠵᠢᠷᠠᠭᠤᠯᠬᠤ ᠳᠤ ᠪᠠᠭᠰᠢ ᠨᠠᠷ ᠤᠨ ᠦᠦᠷᠭᠡ ᠶᠢ ᠲᠣᠳᠣᠷᠬᠠᠶᠢᠯᠠᠬᠤ ᠬᠡᠷᠡᠭᠲᠡᠢ ᠂ ᠰᠤᠷᠤᠭᠴᠢᠳ ᠤᠨ ᠰᠡᠳᠬᠢᠯ ᠰᠠᠨᠠᠭ᠎ᠠ ᠶᠢ ᠬᠥᠬᠢᠵᠢᠭᠦᠯᠬᠦ ᠪᠠ ᠰᠤᠷᠭᠠᠨ ᠬᠦᠮᠦᠵᠢᠯ ᠦᠨ ᠴᠢᠨᠠᠷ ᠢ ᠳᠡᠭᠡᠭᠰᠢᠯᠡᠭᠦᠯᠬᠦ ᠶᠢ ᠵᠣᠷᠢᠯᠭ᠎ᠠ ᠪᠣᠯᠭᠠᠨ᠎ᠠ ᠃	[415, 52, 422, 1746]
text-line: ᠰᠤᠷᠭᠠᠭᠤᠯᠢ ᠶᠢᠨ ᠰᠤᠷᠭᠠᠨ ᠬᠦᠮᠦᠵᠢᠯ ᠦᠨ ᠠᠵᠢᠯ ᠢ ᠰᠠᠶᠢᠵᠢᠷᠠᠭᠤᠯᠬᠤ ᠳᠤ ᠪᠠᠭᠰᠢ ᠨᠠᠷ ᠤᠨ ᠦᠦᠷᠭᠡ ᠶᠢ ᠲᠣᠳᠣᠷᠬᠠᠶᠢᠯᠠᠬᠤ ᠬᠡᠷᠡᠭᠲᠡᠢ ᠂ ᠰᠤᠷᠤᠭᠴᠢᠳ ᠤᠨ ᠰᠡᠳᠬᠢᠯ ᠰᠠᠨᠠᠭ᠎ᠠ ᠶᠢ ᠬᠥᠬᠢᠵᠢᠭᠦᠯᠬᠦ ᠪᠠ ᠰᠤᠷᠭᠠᠨ ᠬᠦᠮᠦᠵᠢᠯ ᠦᠨ ᠴᠢᠨᠠᠷ ᠢ ᠳᠡᠭᠡᠭᠰᠢᠯᠡᠭᠦᠯᠬᠦ ᠶᠢ ᠵᠣᠷᠢᠯᠭ᠎ᠠ ᠪᠣᠯᠭᠠᠨ᠎ᠠ ᠃ ᠰᠤᠷᠭᠠᠭᠤᠯᠢ ᠶᠢᠨ ᠰᠤᠷᠭᠠᠨ ᠬᠦᠮᠦᠵᠢᠯ ᠦᠨ ᠠᠵᠢᠯ ᠢ ᠰᠠᠶᠢᠵᠢᠷᠠᠭᠤᠯᠬᠤ ᠳᠤ ᠪᠠᠭᠰᠢ ᠨᠠᠷ ᠤᠨ ᠦᠦᠷᠭᠡ ᠶᠢ ᠲᠣᠳᠣᠷᠬᠠᠶᠢᠯᠠᠬᠤ ᠬᠡᠷᠡᠭᠲᠡᠢ ᠂ ᠰᠤᠷᠤᠭᠴᠢᠳ ᠤᠨ ᠰᠡᠳᠬᠢᠯ ᠰᠠᠨᠠᠭ᠎ᠠ ᠶᠢ ᠬᠥᠬᠢᠵᠢᠭᠦᠯᠬᠦ ᠪᠠ ᠰᠤᠷᠭᠠᠨ ᠬᠦᠮᠦᠵᠢᠯ ᠦᠨ ᠴᠢᠨᠠᠷ ᠢ ᠳᠡᠭᠡᠭᠰᠢᠯᠡᠭᠦᠯᠬᠦ ᠶᠢ ᠵᠣᠷᠢᠯᠭ᠎ᠠ ᠪᠣᠯᠭᠠᠨ᠎ᠠ ᠃ ᠰᠤᠷᠭᠠᠭᠤᠯᠢ ᠶᠢᠨ ᠰᠤᠷᠭᠠᠨ ᠬᠦᠮᠦᠵᠢᠯ ᠦᠨ ᠠᠵᠢᠯ ᠢ ᠰᠠᠶᠢᠵᠢᠷᠠᠭᠤᠯᠬᠤ ᠳᠤ ᠪᠠᠭᠰᠢ ᠨᠠᠷ ᠤᠨ ᠦᠦᠷᠭᠡ ᠶᠢ ᠲᠣᠳᠣᠷᠬᠠᠶᠢᠯᠠᠬᠤ ᠬᠡᠷᠡᠭᠲᠡᠢ ᠂ ᠰᠤᠷᠤᠭᠴᠢᠳ ᠤᠨ ᠰᠡᠳᠬᠢᠯ ᠰᠠᠨᠠᠭ᠎ᠠ ᠶᠢ ᠬᠥᠬᠢᠵᠢᠭᠦᠯᠬᠦ ᠪᠠ ᠰᠤᠷᠭᠠᠨ ᠬᠦᠮᠦᠵᠢᠯ ᠦᠨ ᠴᠢᠨᠠᠷ ᠢ ᠳᠡᠭᠡᠭᠰᠢᠯᠡᠭᠦᠯᠬᠦ ᠶᠢ ᠵᠣᠷᠢᠯᠭ᠎ᠠ ᠪᠣᠯᠭᠠᠨ᠎ᠠ ᠃	[45, 52, 52, 1746]
section-badge-text: ᠰᠤᠷᠭᠠᠨ ᠬᠦᠮᠦᠵᠢᠯ	[444, 38, 467, 65]
text-line: ᠰᠤᠷᠭᠠᠭᠤᠯᠢ ᠶᠢᠨ ᠰᠤᠷᠭᠠᠨ ᠬᠦᠮᠦᠵᠢᠯ ᠦᠨ ᠠᠵᠢᠯ ᠢ ᠰᠠᠶᠢᠵᠢᠷᠠᠭᠤᠯᠬᠤ ᠳᠤ ᠪᠠᠭᠰᠢ ᠨᠠᠷ ᠤᠨ ᠦᠦᠷᠭᠡ ᠶᠢ ᠲᠣᠳᠣᠷᠬᠠᠶᠢᠯᠠᠬᠤ ᠬᠡᠷᠡᠭᠲᠡᠢ ᠂ ᠰᠤᠷᠤᠭᠴᠢᠳ ᠤᠨ ᠰᠡᠳᠬᠢᠯ ᠰᠠᠨᠠᠭ᠎ᠠ ᠶᠢ ᠬᠥᠬᠢᠵᠢᠭᠦᠯᠬᠦ ᠪᠠ ᠰᠤᠷᠭᠠᠨ ᠬᠦᠮᠦᠵᠢᠯ ᠦᠨ ᠴᠢᠨᠠᠷ ᠢ ᠳᠡᠭᠡᠭᠰᠢᠯᠡᠭᠦᠯᠬᠦ ᠶᠢ ᠵᠣᠷᠢᠯᠭ᠎ᠠ ᠪᠣᠯᠭᠠᠨ᠎ᠠ ᠃ ᠰᠤᠷᠭᠠᠭᠤᠯᠢ ᠶᠢᠨ ᠰᠤᠷᠭᠠᠨ ᠬᠦᠮᠦᠵᠢᠯ ᠦᠨ ᠠᠵᠢᠯ ᠢ ᠰᠠᠶᠢᠵᠢᠷᠠᠭᠤᠯᠬᠤ ᠳᠤ ᠪᠠᠭᠰᠢ ᠨᠠᠷ ᠤᠨ ᠦᠦᠷᠭᠡ ᠶᠢ ᠲᠣᠳᠣᠷᠬᠠᠶᠢᠯᠠᠬᠤ ᠬᠡᠷᠡᠭᠲᠡᠢ ᠂ ᠰᠤᠷᠤᠭᠴᠢᠳ ᠤᠨ ᠰᠡᠳᠬᠢᠯ ᠰᠠᠨᠠᠭ᠎ᠠ ᠶᠢ ᠬᠥᠬᠢᠵᠢᠭᠦᠯᠬᠦ ᠪᠠ ᠰᠤᠷᠭᠠᠨ ᠬᠦᠮᠦᠵᠢᠯ ᠦᠨ ᠴᠢᠨᠠᠷ ᠢ ᠳᠡᠭᠡᠭᠰᠢᠯᠡᠭᠦᠯᠬᠦ ᠶᠢ ᠵᠣᠷᠢᠯᠭ᠎ᠠ ᠪᠣᠯᠭᠠᠨ᠎ᠠ ᠃ ᠰᠤᠷᠭᠠᠭᠤᠯᠢ ᠶᠢᠨ ᠰᠤᠷᠭᠠᠨ ᠬᠦᠮᠦᠵᠢᠯ ᠦᠨ ᠠᠵᠢᠯ ᠢ ᠰᠠᠶᠢᠵᠢᠷᠠᠭᠤᠯᠬᠤ ᠳᠤ ᠪᠠᠭᠰᠢ ᠨᠠᠷ ᠤᠨ ᠦᠦᠷᠭᠡ ᠶᠢ ᠲᠣᠳᠣᠷᠬᠠᠶᠢᠯᠠᠬᠤ ᠬᠡᠷᠡᠭᠲᠡᠢ ᠂ ᠰᠤᠷᠤᠭᠴᠢᠳ ᠤᠨ ᠰᠡᠳᠬᠢᠯ ᠰᠠᠨᠠᠭ᠎ᠠ ᠶᠢ ᠬᠥᠬᠢᠵᠢᠭᠦᠯᠬᠦ ᠪᠠ ᠰᠤᠷᠭᠠᠨ ᠬᠦᠮᠦᠵᠢᠯ ᠦᠨ ᠴᠢᠨᠠᠷ ᠢ ᠳᠡᠭᠡᠭᠰᠢᠯᠡᠭᠦᠯᠬᠦ ᠶᠢ ᠵᠣᠷᠢᠯᠭ᠎ᠠ ᠪᠣᠯᠭᠠᠨ᠎ᠠ ᠃	[176, 52, 183, 1746]
page-number: 41	[447, 564, 458, 574]
text-column	[280, 52, 287, 1746]
text-line: ᠰᠤᠷᠭᠠᠭᠤᠯᠢ ᠶᠢᠨ ᠰᠤᠷᠭᠠᠨ ᠬᠦᠮᠦᠵᠢᠯ ᠦᠨ ᠠᠵᠢᠯ ᠢ ᠰᠠᠶᠢᠵᠢᠷᠠᠭᠤᠯᠬᠤ ᠳᠤ ᠪᠠᠭᠰᠢ ᠨᠠᠷ ᠤᠨ ᠦᠦᠷᠭᠡ ᠶᠢ ᠲᠣᠳᠣᠷᠬᠠᠶᠢᠯᠠᠬᠤ ᠬᠡᠷᠡᠭᠲᠡᠢ ᠂ ᠰᠤᠷᠤᠭᠴᠢᠳ ᠤᠨ ᠰᠡᠳᠬᠢᠯ ᠰᠠᠨᠠᠭ᠎ᠠ ᠶᠢ ᠬᠥᠬᠢᠵᠢᠭᠦᠯᠬᠦ ᠪᠠ ᠰᠤᠷᠭᠠᠨ ᠬᠦᠮᠦᠵᠢᠯ ᠦᠨ ᠴᠢᠨᠠᠷ ᠢ ᠳᠡᠭᠡᠭᠰᠢᠯᠡᠭᠦᠯᠬᠦ ᠶᠢ ᠵᠣᠷᠢᠯᠭ᠎ᠠ ᠪᠣᠯᠭᠠᠨ᠎ᠠ ᠃ ᠰᠤᠷᠭᠠᠭᠤᠯᠢ ᠶᠢᠨ ᠰᠤᠷᠭᠠᠨ ᠬᠦᠮᠦᠵᠢᠯ ᠦᠨ ᠠᠵᠢᠯ ᠢ ᠰᠠᠶᠢᠵᠢᠷᠠᠭᠤᠯᠬᠤ ᠳᠤ ᠪᠠᠭᠰᠢ ᠨᠠᠷ ᠤᠨ ᠦᠦᠷᠭᠡ ᠶᠢ ᠲᠣᠳᠣᠷᠬᠠᠶᠢᠯᠠᠬᠤ ᠬᠡᠷᠡᠭᠲᠡᠢ ᠂ ᠰᠤᠷᠤᠭᠴᠢᠳ ᠤᠨ ᠰᠡᠳᠬᠢᠯ ᠰᠠᠨᠠᠭ᠎ᠠ ᠶᠢ ᠬᠥᠬᠢᠵᠢᠭᠦᠯᠬᠦ ᠪᠠ ᠰᠤᠷᠭᠠᠨ ᠬᠦᠮᠦᠵᠢᠯ ᠦᠨ ᠴᠢᠨᠠᠷ ᠢ ᠳᠡᠭᠡᠭᠰᠢᠯᠡᠭᠦᠯᠬᠦ ᠶᠢ ᠵᠣᠷᠢᠯᠭ᠎ᠠ ᠪᠣᠯᠭᠠᠨ᠎ᠠ ᠃ ᠰᠤᠷᠭᠠᠭᠤᠯᠢ ᠶᠢᠨ ᠰᠤᠷᠭᠠᠨ ᠬᠦᠮᠦᠵᠢᠯ ᠦᠨ ᠠᠵᠢᠯ ᠢ ᠰᠠᠶᠢᠵᠢᠷᠠᠭᠤᠯᠬᠤ ᠳᠤ ᠪᠠᠭᠰᠢ ᠨᠠᠷ ᠤᠨ ᠦᠦᠷᠭᠡ ᠶᠢ ᠲᠣᠳᠣᠷᠬᠠᠶᠢᠯᠠᠬᠤ ᠬᠡᠷᠡᠭᠲᠡᠢ ᠂ ᠰᠤᠷᠤᠭᠴᠢᠳ ᠤᠨ ᠰᠡᠳᠬᠢᠯ ᠰᠠᠨᠠᠭ᠎ᠠ ᠶᠢ ᠬᠥᠬᠢᠵᠢᠭᠦᠯᠬᠦ ᠪᠠ ᠰᠤᠷᠭᠠᠨ ᠬᠦᠮᠦᠵᠢᠯ ᠦᠨ ᠴᠢᠨᠠᠷ ᠢ ᠳᠡᠭᠡᠭᠰᠢᠯᠡᠭᠦᠯᠬᠦ ᠶᠢ ᠵᠣᠷᠢᠯᠭ᠎ᠠ ᠪᠣᠯᠭᠠᠨ᠎ᠠ ᠃	[160, 52, 167, 1746]
text-column	[398, 52, 406, 1746]
text-line: ᠰᠤᠷᠭᠠᠭᠤᠯᠢ ᠶᠢᠨ ᠰᠤᠷᠭᠠᠨ ᠬᠦᠮᠦᠵᠢᠯ ᠦᠨ ᠠᠵᠢᠯ ᠢ ᠰᠠᠶᠢᠵᠢᠷᠠᠭᠤᠯᠬᠤ ᠳᠤ ᠪᠠᠭᠰᠢ ᠨᠠᠷ ᠤᠨ ᠦᠦᠷᠭᠡ ᠶᠢ ᠲᠣᠳᠣᠷᠬᠠᠶᠢᠯᠠᠬᠤ ᠬᠡᠷᠡᠭᠲᠡᠢ ᠂ ᠰᠤᠷᠤᠭᠴᠢᠳ ᠤᠨ ᠰᠡᠳᠬᠢᠯ ᠰᠠᠨᠠᠭ᠎ᠠ ᠶᠢ ᠬᠥᠬᠢᠵᠢᠭᠦᠯᠬᠦ ᠪᠠ ᠰᠤᠷᠭᠠᠨ ᠬᠦᠮᠦᠵᠢᠯ ᠦᠨ ᠴᠢᠨᠠᠷ ᠢ ᠳᠡᠭᠡᠭᠰᠢᠯᠡᠭᠦᠯᠬᠦ ᠶᠢ ᠵᠣᠷᠢᠯᠭ᠎ᠠ ᠪᠣᠯᠭᠠᠨ᠎ᠠ ᠃ ᠰᠤᠷᠭᠠᠭᠤᠯᠢ ᠶᠢᠨ ᠰᠤᠷᠭᠠᠨ ᠬᠦᠮᠦᠵᠢᠯ ᠦᠨ ᠠᠵᠢᠯ ᠢ ᠰᠠᠶᠢᠵᠢᠷᠠᠭᠤᠯᠬᠤ ᠳᠤ ᠪᠠᠭᠰᠢ ᠨᠠᠷ ᠤᠨ ᠦᠦᠷᠭᠡ ᠶᠢ ᠲᠣᠳᠣᠷᠬᠠᠶᠢᠯᠠᠬᠤ ᠬᠡᠷᠡᠭᠲᠡᠢ ᠂ ᠰᠤᠷᠤᠭᠴᠢᠳ ᠤᠨ ᠰᠡᠳᠬᠢᠯ ᠰᠠᠨᠠᠭ᠎ᠠ ᠶᠢ ᠬᠥᠬᠢᠵᠢᠭᠦᠯᠬᠦ ᠪᠠ ᠰᠤᠷᠭᠠᠨ ᠬᠦᠮᠦᠵᠢᠯ ᠦᠨ ᠴᠢᠨᠠᠷ ᠢ ᠳᠡᠭᠡᠭᠰᠢᠯᠡᠭᠦᠯᠬᠦ ᠶᠢ ᠵᠣᠷᠢᠯᠭ᠎ᠠ ᠪᠣᠯᠭᠠᠨ᠎ᠠ ᠃ ᠰᠤᠷᠭᠠᠭᠤᠯᠢ ᠶᠢᠨ ᠰᠤᠷᠭᠠᠨ ᠬᠦᠮᠦᠵᠢᠯ ᠦᠨ ᠠᠵᠢᠯ ᠢ ᠰᠠᠶᠢᠵᠢᠷᠠᠭᠤᠯᠬᠤ ᠳᠤ ᠪᠠᠭᠰᠢ ᠨᠠᠷ ᠤᠨ ᠦᠦᠷᠭᠡ ᠶᠢ ᠲᠣᠳᠣᠷᠬᠠᠶᠢᠯᠠᠬᠤ ᠬᠡᠷᠡᠭᠲᠡᠢ ᠂ ᠰᠤᠷᠤᠭᠴᠢᠳ ᠤᠨ ᠰᠡᠳᠬᠢᠯ ᠰᠠᠨᠠᠭ᠎ᠠ ᠶᠢ ᠬᠥᠬᠢᠵᠢᠭᠦᠯᠬᠦ ᠪᠠ ᠰᠤᠷᠭᠠᠨ ᠬᠦᠮᠦᠵᠢᠯ ᠦᠨ ᠴᠢᠨᠠᠷ ᠢ ᠳᠡᠭᠡᠭᠰᠢᠯᠡᠭᠦᠯᠬᠦ ᠶᠢ ᠵᠣᠷᠢᠯᠭ᠎ᠠ ᠪᠣᠯᠭᠠᠨ᠎ᠠ ᠃	[375, 52, 382, 1746]
page-footer	[420, 564, 458, 574]
text-column	[242, 52, 249, 1746]
text-column	[250, 52, 257, 1746]
text-column	[288, 52, 295, 1746]
text-line: ᠰᠤᠷᠭᠠᠭᠤᠯᠢ ᠶᠢᠨ ᠰᠤᠷᠭᠠᠨ ᠬᠦᠮᠦᠵᠢᠯ ᠦᠨ ᠠᠵᠢᠯ ᠢ ᠰᠠᠶᠢᠵᠢᠷᠠᠭᠤᠯᠬᠤ ᠳᠤ ᠪᠠᠭᠰᠢ ᠨᠠᠷ ᠤᠨ ᠦᠦᠷᠭᠡ ᠶᠢ ᠲᠣᠳᠣᠷᠬᠠᠶᠢᠯᠠᠬᠤ ᠬᠡᠷᠡᠭᠲᠡᠢ ᠂ ᠰᠤᠷᠤᠭᠴᠢᠳ ᠤᠨ ᠰᠡᠳᠬᠢᠯ ᠰᠠᠨᠠᠭ᠎ᠠ ᠶᠢ ᠬᠥᠬᠢᠵᠢᠭᠦᠯᠬᠦ ᠪᠠ ᠰᠤᠷᠭᠠᠨ ᠬᠦᠮᠦᠵᠢᠯ ᠦᠨ ᠴᠢᠨᠠᠷ ᠢ ᠳᠡᠭᠡᠭᠰᠢᠯᠡᠭᠦᠯᠬᠦ ᠶᠢ ᠵᠣᠷᠢᠯᠭ᠎ᠠ ᠪᠣᠯᠭᠠᠨ᠎ᠠ ᠃ ᠰᠤᠷᠭᠠᠭᠤᠯᠢ ᠶᠢᠨ ᠰᠤᠷᠭᠠᠨ ᠬᠦᠮᠦᠵᠢᠯ ᠦᠨ ᠠᠵᠢᠯ ᠢ ᠰᠠᠶᠢᠵᠢᠷᠠᠭᠤᠯᠬᠤ ᠳᠤ ᠪᠠᠭᠰᠢ ᠨᠠᠷ ᠤᠨ ᠦᠦᠷᠭᠡ ᠶᠢ ᠲᠣᠳᠣᠷᠬᠠᠶᠢᠯᠠᠬᠤ ᠬᠡᠷᠡᠭᠲᠡᠢ ᠂ ᠰᠤᠷᠤᠭᠴᠢᠳ ᠤᠨ ᠰᠡᠳᠬᠢᠯ ᠰᠠᠨᠠᠭ᠎ᠠ ᠶᠢ ᠬᠥᠬᠢᠵᠢᠭᠦᠯᠬᠦ ᠪᠠ ᠰᠤᠷᠭᠠᠨ ᠬᠦᠮᠦᠵᠢᠯ ᠦᠨ ᠴᠢᠨᠠᠷ ᠢ ᠳᠡᠭᠡᠭᠰᠢᠯᠡᠭᠦᠯᠬᠦ ᠶᠢ ᠵᠣᠷᠢᠯᠭ᠎ᠠ ᠪᠣᠯᠭᠠᠨ᠎ᠠ ᠃ ᠰᠤᠷᠭᠠᠭᠤᠯᠢ ᠶᠢᠨ ᠰᠤᠷᠭᠠᠨ ᠬᠦᠮᠦᠵᠢᠯ ᠦᠨ ᠠᠵᠢᠯ ᠢ ᠰᠠᠶᠢᠵᠢᠷᠠᠭᠤᠯᠬᠤ ᠳᠤ ᠪᠠᠭᠰᠢ ᠨᠠᠷ ᠤᠨ ᠦᠦᠷᠭᠡ ᠶᠢ ᠲᠣᠳᠣᠷᠬᠠᠶᠢᠯᠠᠬᠤ ᠬᠡᠷᠡᠭᠲᠡᠢ ᠂ ᠰᠤᠷᠤᠭᠴᠢᠳ ᠤᠨ ᠰᠡᠳᠬᠢᠯ ᠰᠠᠨᠠᠭ᠎ᠠ ᠶᠢ ᠬᠥᠬᠢᠵᠢᠭᠦᠯᠬᠦ ᠪᠠ ᠰᠤᠷᠭᠠᠨ ᠬᠦᠮᠦᠵᠢᠯ ᠦᠨ ᠴᠢᠨᠠᠷ ᠢ ᠳᠡᠭᠡᠭᠰᠢᠯᠡᠭᠦᠯᠬᠦ ᠶᠢ ᠵᠣᠷᠢᠯᠭ᠎ᠠ ᠪᠣᠯᠭᠠᠨ᠎ᠠ ᠃	[296, 52, 303, 1746]
text-line: ᠰᠤᠷᠭᠠᠭᠤᠯᠢ ᠶᠢᠨ ᠰᠤᠷᠭᠠᠨ ᠬᠦᠮᠦᠵᠢᠯ ᠦᠨ ᠠᠵᠢᠯ ᠢ ᠰᠠᠶᠢᠵᠢᠷᠠᠭᠤᠯᠬᠤ ᠳᠤ ᠪᠠᠭᠰᠢ ᠨᠠᠷ ᠤᠨ ᠦᠦᠷᠭᠡ ᠶᠢ ᠲᠣᠳᠣᠷᠬᠠᠶᠢᠯᠠᠬᠤ ᠬᠡᠷᠡᠭᠲᠡᠢ ᠂ ᠰᠤᠷᠤᠭᠴᠢᠳ ᠤᠨ ᠰᠡᠳᠬᠢᠯ ᠰᠠᠨᠠᠭ᠎ᠠ ᠶᠢ ᠬᠥᠬᠢᠵᠢᠭᠦᠯᠬᠦ ᠪᠠ ᠰᠤᠷᠭᠠᠨ ᠬᠦᠮᠦᠵᠢᠯ ᠦᠨ ᠴᠢᠨᠠᠷ ᠢ ᠳᠡᠭᠡᠭᠰᠢᠯᠡᠭᠦᠯᠬᠦ ᠶᠢ ᠵᠣᠷᠢᠯᠭ᠎ᠠ ᠪᠣᠯᠭᠠᠨ᠎ᠠ ᠃ ᠰᠤᠷᠭᠠᠭᠤᠯᠢ ᠶᠢᠨ ᠰᠤᠷᠭᠠᠨ ᠬᠦᠮᠦᠵᠢᠯ ᠦᠨ ᠠᠵᠢᠯ ᠢ ᠰᠠᠶᠢᠵᠢᠷᠠᠭᠤᠯᠬᠤ ᠳᠤ ᠪᠠᠭᠰᠢ ᠨᠠᠷ ᠤᠨ ᠦᠦᠷᠭᠡ ᠶᠢ ᠲᠣᠳᠣᠷᠬᠠᠶᠢᠯᠠᠬᠤ ᠬᠡᠷᠡᠭᠲᠡᠢ ᠂ ᠰᠤᠷᠤᠭᠴᠢᠳ ᠤᠨ ᠰᠡᠳᠬᠢᠯ ᠰᠠᠨᠠᠭ᠎ᠠ ᠶᠢ ᠬᠥᠬᠢᠵᠢᠭᠦᠯᠬᠦ ᠪᠠ ᠰᠤᠷᠭᠠᠨ ᠬᠦᠮᠦᠵᠢᠯ ᠦᠨ ᠴᠢᠨᠠᠷ ᠢ ᠳᠡᠭᠡᠭᠰᠢᠯᠡᠭᠦᠯᠬᠦ ᠶᠢ ᠵᠣᠷᠢᠯᠭ᠎ᠠ ᠪᠣᠯᠭᠠᠨ᠎ᠠ ᠃ ᠰᠤᠷᠭᠠᠭᠤᠯᠢ ᠶᠢᠨ ᠰᠤᠷᠭᠠᠨ ᠬᠦᠮᠦᠵᠢᠯ ᠦᠨ ᠠᠵᠢᠯ ᠢ ᠰᠠᠶᠢᠵᠢᠷᠠᠭᠤᠯᠬᠤ ᠳᠤ ᠪᠠᠭᠰᠢ ᠨᠠᠷ ᠤᠨ ᠦᠦᠷᠭᠡ ᠶᠢ ᠲᠣᠳᠣᠷᠬᠠᠶᠢᠯᠠᠬᠤ ᠬᠡᠷᠡᠭᠲᠡᠢ ᠂ ᠰᠤᠷᠤᠭᠴᠢᠳ ᠤᠨ ᠰᠡᠳᠬᠢᠯ ᠰᠠᠨᠠᠭ᠎ᠠ ᠶᠢ ᠬᠥᠬᠢᠵᠢᠭᠦᠯᠬᠦ ᠪᠠ ᠰᠤᠷᠭᠠᠨ ᠬᠦᠮᠦᠵᠢᠯ ᠦᠨ ᠴᠢᠨᠠᠷ ᠢ ᠳᠡᠭᠡᠭᠰᠢᠯᠡᠭᠦᠯᠬᠦ ᠶᠢ ᠵᠣᠷᠢᠯᠭ᠎ᠠ ᠪᠣᠯᠭᠠᠨ᠎ᠠ ᠃	[144, 52, 150, 1746]
text-column	[296, 52, 303, 1746]
text-column	[53, 52, 60, 1746]
text-line: ᠰᠤᠷᠭᠠᠭᠤᠯᠢ ᠶᠢᠨ ᠰᠤᠷᠭᠠᠨ ᠬᠦᠮᠦᠵᠢᠯ ᠦᠨ ᠠᠵᠢᠯ ᠢ ᠰᠠᠶᠢᠵᠢᠷᠠᠭᠤᠯᠬᠤ ᠳᠤ ᠪᠠᠭᠰᠢ ᠨᠠᠷ ᠤᠨ ᠦᠦᠷᠭᠡ ᠶᠢ ᠲᠣᠳᠣᠷᠬᠠᠶᠢᠯᠠᠬᠤ ᠬᠡᠷᠡᠭᠲᠡᠢ ᠂ ᠰᠤᠷᠤᠭᠴᠢᠳ ᠤᠨ ᠰᠡᠳᠬᠢᠯ ᠰᠠᠨᠠᠭ᠎ᠠ ᠶᠢ ᠬᠥᠬᠢᠵᠢᠭᠦᠯᠬᠦ ᠪᠠ ᠰᠤᠷᠭᠠᠨ ᠬᠦᠮᠦᠵᠢᠯ ᠦᠨ ᠴᠢᠨᠠᠷ ᠢ ᠳᠡᠭᠡᠭᠰᠢᠯᠡᠭᠦᠯᠬᠦ ᠶᠢ ᠵᠣᠷᠢᠯᠭ᠎ᠠ ᠪᠣᠯᠭᠠᠨ᠎ᠠ ᠃ ᠰᠤᠷᠭᠠᠭᠤᠯᠢ ᠶᠢᠨ ᠰᠤᠷᠭᠠᠨ ᠬᠦᠮᠦᠵᠢᠯ ᠦᠨ ᠠᠵᠢᠯ ᠢ ᠰᠠᠶᠢᠵᠢᠷᠠᠭᠤᠯᠬᠤ ᠳᠤ ᠪᠠᠭᠰᠢ ᠨᠠᠷ ᠤᠨ ᠦᠦᠷᠭᠡ ᠶᠢ ᠲᠣᠳᠣᠷᠬᠠᠶᠢᠯᠠᠬᠤ ᠬᠡᠷᠡᠭᠲᠡᠢ ᠂ ᠰᠤᠷᠤᠭᠴᠢᠳ ᠤᠨ ᠰᠡᠳᠬᠢᠯ ᠰᠠᠨᠠᠭ᠎ᠠ ᠶᠢ ᠬᠥᠬᠢᠵᠢᠭᠦᠯᠬᠦ ᠪᠠ ᠰᠤᠷᠭᠠᠨ ᠬᠦᠮᠦᠵᠢᠯ ᠦᠨ ᠴᠢᠨᠠᠷ ᠢ ᠳᠡᠭᠡᠭᠰᠢᠯᠡᠭᠦᠯᠬᠦ ᠶᠢ ᠵᠣᠷᠢᠯᠭ᠎ᠠ ᠪᠣᠯᠭᠠᠨ᠎ᠠ ᠃ ᠰᠤᠷᠭᠠᠭᠤᠯᠢ ᠶᠢᠨ ᠰᠤᠷᠭᠠᠨ ᠬᠦᠮᠦᠵᠢᠯ ᠦᠨ ᠠᠵᠢᠯ ᠢ ᠰᠠᠶᠢᠵᠢᠷᠠᠭᠤᠯᠬᠤ ᠳᠤ ᠪᠠᠭᠰᠢ ᠨᠠᠷ ᠤᠨ ᠦᠦᠷᠭᠡ ᠶᠢ ᠲᠣᠳᠣᠷᠬᠠᠶᠢᠯᠠᠬᠤ ᠬᠡᠷᠡᠭᠲᠡᠢ ᠂ ᠰᠤᠷᠤᠭᠴᠢᠳ ᠤᠨ ᠰᠡᠳᠬᠢᠯ ᠰᠠᠨᠠᠭ᠎ᠠ ᠶᠢ ᠬᠥᠬᠢᠵᠢᠭᠦᠯᠬᠦ ᠪᠠ ᠰᠤᠷᠭᠠᠨ ᠬᠦᠮᠦᠵᠢᠯ ᠦᠨ ᠴᠢᠨᠠᠷ ᠢ ᠳᠡᠭᠡᠭᠰᠢᠯᠡᠭᠦᠯᠬᠦ ᠶᠢ ᠵᠣᠷᠢᠯᠭ᠎ᠠ ᠪᠣᠯᠭᠠᠨ᠎ᠠ ᠃	[312, 52, 319, 1746]
text-column	[406, 52, 414, 1746]
text-line: ᠰᠤᠷᠭᠠᠭᠤᠯᠢ ᠶᠢᠨ ᠰᠤᠷᠭᠠᠨ ᠬᠦᠮᠦᠵᠢᠯ ᠦᠨ ᠠᠵᠢᠯ ᠢ ᠰᠠᠶᠢᠵᠢᠷᠠᠭᠤᠯᠬᠤ ᠳᠤ ᠪᠠᠭᠰᠢ ᠨᠠᠷ ᠤᠨ ᠦᠦᠷᠭᠡ ᠶᠢ ᠲᠣᠳᠣᠷᠬᠠᠶᠢᠯᠠᠬᠤ ᠬᠡᠷᠡᠭᠲᠡᠢ ᠂ ᠰᠤᠷᠤᠭᠴᠢᠳ ᠤᠨ ᠰᠡᠳᠬᠢᠯ ᠰᠠᠨᠠᠭ᠎ᠠ ᠶᠢ ᠬᠥᠬᠢᠵᠢᠭᠦᠯᠬᠦ ᠪᠠ ᠰᠤᠷᠭᠠᠨ ᠬᠦᠮᠦᠵᠢᠯ ᠦᠨ ᠴᠢᠨᠠᠷ ᠢ ᠳᠡᠭᠡᠭᠰᠢᠯᠡᠭᠦᠯᠬᠦ ᠶᠢ ᠵᠣᠷᠢᠯᠭ᠎ᠠ ᠪᠣᠯᠭᠠᠨ᠎ᠠ ᠃ ᠰᠤᠷᠭᠠᠭᠤᠯᠢ ᠶᠢᠨ ᠰᠤᠷᠭᠠᠨ ᠬᠦᠮᠦᠵᠢᠯ ᠦᠨ ᠠᠵᠢᠯ ᠢ ᠰᠠᠶᠢᠵᠢᠷᠠᠭᠤᠯᠬᠤ ᠳᠤ ᠪᠠᠭᠰᠢ ᠨᠠᠷ ᠤᠨ ᠦᠦᠷᠭᠡ ᠶᠢ ᠲᠣᠳᠣᠷᠬᠠᠶᠢᠯᠠᠬᠤ ᠬᠡᠷᠡᠭᠲᠡᠢ ᠂ ᠰᠤᠷᠤᠭᠴᠢᠳ ᠤᠨ ᠰᠡᠳᠬᠢᠯ ᠰᠠᠨᠠᠭ᠎ᠠ ᠶᠢ ᠬᠥᠬᠢᠵᠢᠭᠦᠯᠬᠦ ᠪᠠ ᠰᠤᠷᠭᠠᠨ ᠬᠦᠮᠦᠵᠢᠯ ᠦᠨ ᠴᠢᠨᠠᠷ ᠢ ᠳᠡᠭᠡᠭᠰᠢᠯᠡᠭᠦᠯᠬᠦ ᠶᠢ ᠵᠣᠷᠢᠯᠭ᠎ᠠ ᠪᠣᠯᠭᠠᠨ᠎ᠠ ᠃ ᠰᠤᠷᠭᠠᠭᠤᠯᠢ ᠶᠢᠨ ᠰᠤᠷᠭᠠᠨ ᠬᠦᠮᠦᠵᠢᠯ ᠦᠨ ᠠᠵᠢᠯ ᠢ ᠰᠠᠶᠢᠵᠢᠷᠠᠭᠤᠯᠬᠤ ᠳᠤ ᠪᠠᠭᠰᠢ ᠨᠠᠷ ᠤᠨ ᠦᠦᠷᠭᠡ ᠶᠢ ᠲᠣᠳᠣᠷᠬᠠᠶᠢᠯᠠᠬᠤ ᠬᠡᠷᠡᠭᠲᠡᠢ ᠂ ᠰᠤᠷᠤᠭᠴᠢᠳ ᠤᠨ ᠰᠡᠳᠬᠢᠯ ᠰᠠᠨᠠᠭ᠎ᠠ ᠶᠢ ᠬᠥᠬᠢᠵᠢᠭᠦᠯᠬᠦ ᠪᠠ ᠰᠤᠷᠭᠠᠨ ᠬᠦᠮᠦᠵᠢᠯ ᠦᠨ ᠴᠢᠨᠠᠷ ᠢ ᠳᠡᠭᠡᠭᠰᠢᠯᠡᠭᠦᠯᠬᠦ ᠶᠢ ᠵᠣᠷᠢᠯᠭ᠎ᠠ ᠪᠣᠯᠭᠠᠨ᠎ᠠ ᠃	[250, 52, 257, 1746]
text-column	[343, 52, 351, 1746]
text-column	[311, 52, 319, 1746]
text-column	[69, 52, 77, 1746]
text-line: ᠰᠤᠷᠭᠠᠭᠤᠯᠢ ᠶᠢᠨ ᠰᠤᠷᠭᠠᠨ ᠬᠦᠮᠦᠵᠢᠯ ᠦᠨ ᠠᠵᠢᠯ ᠢ ᠰᠠᠶᠢᠵᠢᠷᠠᠭᠤᠯᠬᠤ ᠳᠤ ᠪᠠᠭᠰᠢ ᠨᠠᠷ ᠤᠨ ᠦᠦᠷᠭᠡ ᠶᠢ ᠲᠣᠳᠣᠷᠬᠠᠶᠢᠯᠠᠬᠤ ᠬᠡᠷᠡᠭᠲᠡᠢ ᠂ ᠰᠤᠷᠤᠭᠴᠢᠳ ᠤᠨ ᠰᠡᠳᠬᠢᠯ ᠰᠠᠨᠠᠭ᠎ᠠ ᠶᠢ ᠬᠥᠬᠢᠵᠢᠭᠦᠯᠬᠦ ᠪᠠ ᠰᠤᠷᠭᠠᠨ ᠬᠦᠮᠦᠵᠢᠯ ᠦᠨ ᠴᠢᠨᠠᠷ ᠢ ᠳᠡᠭᠡᠭᠰᠢᠯᠡᠭᠦᠯᠬᠦ ᠶᠢ ᠵᠣᠷᠢᠯᠭ᠎ᠠ ᠪᠣᠯᠭᠠᠨ᠎ᠠ ᠃ ᠰᠤᠷᠭᠠᠭᠤᠯᠢ ᠶᠢᠨ ᠰᠤᠷᠭᠠᠨ ᠬᠦᠮᠦᠵᠢᠯ ᠦᠨ ᠠᠵᠢᠯ ᠢ ᠰᠠᠶᠢᠵᠢᠷᠠᠭᠤᠯᠬᠤ ᠳᠤ ᠪᠠᠭᠰᠢ ᠨᠠᠷ ᠤᠨ ᠦᠦᠷᠭᠡ ᠶᠢ ᠲᠣᠳᠣᠷᠬᠠᠶᠢᠯᠠᠬᠤ ᠬᠡᠷᠡᠭᠲᠡᠢ ᠂ ᠰᠤᠷᠤᠭᠴᠢᠳ ᠤᠨ ᠰᠡᠳᠬᠢᠯ ᠰᠠᠨᠠᠭ᠎ᠠ ᠶᠢ ᠬᠥᠬᠢᠵᠢᠭᠦᠯᠬᠦ ᠪᠠ ᠰᠤᠷᠭᠠᠨ ᠬᠦᠮᠦᠵᠢᠯ ᠦᠨ ᠴᠢᠨᠠᠷ ᠢ ᠳᠡᠭᠡᠭᠰᠢᠯᠡᠭᠦᠯᠬᠦ ᠶᠢ ᠵᠣᠷᠢᠯᠭ᠎ᠠ ᠪᠣᠯᠭᠠᠨ᠎ᠠ ᠃ ᠰᠤᠷᠭᠠᠭᠤᠯᠢ ᠶᠢᠨ ᠰᠤᠷᠭᠠᠨ ᠬᠦᠮᠦᠵᠢᠯ ᠦᠨ ᠠᠵᠢᠯ ᠢ ᠰᠠᠶᠢᠵᠢᠷᠠᠭᠤᠯᠬᠤ ᠳᠤ ᠪᠠᠭᠰᠢ ᠨᠠᠷ ᠤᠨ ᠦᠦᠷᠭᠡ ᠶᠢ ᠲᠣᠳᠣᠷᠬᠠᠶᠢᠯᠠᠬᠤ ᠬᠡᠷᠡᠭᠲᠡᠢ ᠂ ᠰᠤᠷᠤᠭᠴᠢᠳ ᠤᠨ ᠰᠡᠳᠬᠢᠯ ᠰᠠᠨᠠᠭ᠎ᠠ ᠶᠢ ᠬᠥᠬᠢᠵᠢᠭᠦᠯᠬᠦ ᠪᠠ ᠰᠤᠷᠭᠠᠨ ᠬᠦᠮᠦᠵᠢᠯ ᠦᠨ ᠴᠢᠨᠠᠷ ᠢ ᠳᠡᠭᠡᠭᠰᠢᠯᠡᠭᠦᠯᠬᠦ ᠶᠢ ᠵᠣᠷᠢᠯᠭ᠎ᠠ ᠪᠣᠯᠭᠠᠨ᠎ᠠ ᠃	[127, 52, 134, 1746]
article-title-text: ᠰᠤᠷᠭᠠᠨ ᠬᠦᠮᠦᠵᠢᠯ ᠦᠨ ᠠᠵᠢᠯ ᠢ ᠰᠠᠶᠢᠵᠢᠷᠠᠭᠤᠯᠬᠤ ᠲᠠᠯ᠎ᠠ ᠪᠠᠷ ᠬᠢᠭᠰᠡᠨ ᠰᠤᠳᠤᠯᠭ᠎ᠠ	[428, 52, 436, 265]
text-column	[359, 52, 366, 1746]
section-badge	[442, 38, 468, 78]
text-line: ᠰᠤᠷᠭᠠᠭᠤᠯᠢ ᠶᠢᠨ ᠰᠤᠷᠭᠠᠨ ᠬᠦᠮᠦᠵᠢᠯ ᠦᠨ ᠠᠵᠢᠯ ᠢ ᠰᠠᠶᠢᠵᠢᠷᠠᠭᠤᠯᠬᠤ ᠳᠤ ᠪᠠᠭᠰᠢ ᠨᠠᠷ ᠤᠨ ᠦᠦᠷᠭᠡ ᠶᠢ ᠲᠣᠳᠣᠷᠬᠠᠶᠢᠯᠠᠬᠤ ᠬᠡᠷᠡᠭᠲᠡᠢ ᠂ ᠰᠤᠷᠤᠭᠴᠢᠳ ᠤᠨ ᠰᠡᠳᠬᠢᠯ ᠰᠠᠨᠠᠭ᠎ᠠ ᠶᠢ ᠬᠥᠬᠢᠵᠢᠭᠦᠯᠬᠦ ᠪᠠ ᠰᠤᠷᠭᠠᠨ ᠬᠦᠮᠦᠵᠢᠯ ᠦᠨ ᠴᠢᠨᠠᠷ ᠢ ᠳᠡᠭᠡᠭᠰᠢᠯᠡᠭᠦᠯᠬᠦ ᠶᠢ ᠵᠣᠷᠢᠯᠭ᠎ᠠ ᠪᠣᠯᠭᠠᠨ᠎ᠠ ᠃ ᠰᠤᠷᠭᠠᠭᠤᠯᠢ ᠶᠢᠨ ᠰᠤᠷᠭᠠᠨ ᠬᠦᠮᠦᠵᠢᠯ ᠦᠨ ᠠᠵᠢᠯ ᠢ ᠰᠠᠶᠢᠵᠢᠷᠠᠭᠤᠯᠬᠤ ᠳᠤ ᠪᠠᠭᠰᠢ ᠨᠠᠷ ᠤᠨ ᠦᠦᠷᠭᠡ ᠶᠢ ᠲᠣᠳᠣᠷᠬᠠᠶᠢᠯᠠᠬᠤ ᠬᠡᠷᠡᠭᠲᠡᠢ ᠂ ᠰᠤᠷᠤᠭᠴᠢᠳ ᠤᠨ ᠰᠡᠳᠬᠢᠯ ᠰᠠᠨᠠᠭ᠎ᠠ ᠶᠢ ᠬᠥᠬᠢᠵᠢᠭᠦᠯᠬᠦ ᠪᠠ ᠰᠤᠷᠭᠠᠨ ᠬᠦᠮᠦᠵᠢᠯ ᠦᠨ ᠴᠢᠨᠠᠷ ᠢ ᠳᠡᠭᠡᠭᠰᠢᠯᠡᠭᠦᠯᠬᠦ ᠶᠢ ᠵᠣᠷᠢᠯᠭ᠎ᠠ ᠪᠣᠯᠭᠠᠨ᠎ᠠ ᠃ ᠰᠤᠷᠭᠠᠭᠤᠯᠢ ᠶᠢᠨ ᠰᠤᠷᠭᠠᠨ ᠬᠦᠮᠦᠵᠢᠯ ᠦᠨ ᠠᠵᠢᠯ ᠢ ᠰᠠᠶᠢᠵᠢᠷᠠᠭᠤᠯᠬᠤ ᠳᠤ ᠪᠠᠭᠰᠢ ᠨᠠᠷ ᠤᠨ ᠦᠦᠷᠭᠡ ᠶᠢ ᠲᠣᠳᠣᠷᠬᠠᠶᠢᠯᠠᠬᠤ ᠬᠡᠷᠡᠭᠲᠡᠢ ᠂ ᠰᠤᠷᠤᠭᠴᠢᠳ ᠤᠨ ᠰᠡᠳᠬᠢᠯ ᠰᠠᠨᠠᠭ᠎ᠠ ᠶᠢ ᠬᠥᠬᠢᠵᠢᠭᠦᠯᠬᠦ ᠪᠠ ᠰᠤᠷᠭᠠᠨ ᠬᠦᠮᠦᠵᠢᠯ ᠦᠨ ᠴᠢᠨᠠᠷ ᠢ ᠳᠡᠭᠡᠭᠰᠢᠯᠡᠭᠦᠯᠬᠦ ᠶᠢ ᠵᠣᠷᠢᠯᠭ᠎ᠠ ᠪᠣᠯᠭᠠᠨ᠎ᠠ ᠃	[217, 52, 224, 1746]
article-title	[426, 52, 440, 557]
text-line: ᠰᠤᠷᠭᠠᠭᠤᠯᠢ ᠶᠢᠨ ᠰᠤᠷᠭᠠᠨ ᠬᠦᠮᠦᠵᠢᠯ ᠦᠨ ᠠᠵᠢᠯ ᠢ ᠰᠠᠶᠢᠵᠢᠷᠠᠭᠤᠯᠬᠤ ᠳᠤ ᠪᠠᠭᠰᠢ ᠨᠠᠷ ᠤᠨ ᠦᠦᠷᠭᠡ ᠶᠢ ᠲᠣᠳᠣᠷᠬᠠᠶᠢᠯᠠᠬᠤ ᠬᠡᠷᠡᠭᠲᠡᠢ ᠂ ᠰᠤᠷᠤᠭᠴᠢᠳ ᠤᠨ ᠰᠡᠳᠬᠢᠯ ᠰᠠᠨᠠᠭ᠎ᠠ ᠶᠢ ᠬᠥᠬᠢᠵᠢᠭᠦᠯᠬᠦ ᠪᠠ ᠰᠤᠷᠭᠠᠨ ᠬᠦᠮᠦᠵᠢᠯ ᠦᠨ ᠴᠢᠨᠠᠷ ᠢ ᠳᠡᠭᠡᠭᠰᠢᠯᠡᠭᠦᠯᠬᠦ ᠶᠢ ᠵᠣᠷᠢᠯᠭ᠎ᠠ ᠪᠣᠯᠭᠠᠨ᠎ᠠ ᠃ ᠰᠤᠷᠭᠠᠭᠤᠯᠢ ᠶᠢᠨ ᠰᠤᠷᠭᠠᠨ ᠬᠦᠮᠦᠵᠢᠯ ᠦᠨ ᠠᠵᠢᠯ ᠢ ᠰᠠᠶᠢᠵᠢᠷᠠᠭᠤᠯᠬᠤ ᠳᠤ ᠪᠠᠭᠰᠢ ᠨᠠᠷ ᠤᠨ ᠦᠦᠷᠭᠡ ᠶᠢ ᠲᠣᠳᠣᠷᠬᠠᠶᠢᠯᠠᠬᠤ ᠬᠡᠷᠡᠭᠲᠡᠢ ᠂ ᠰᠤᠷᠤᠭᠴᠢᠳ ᠤᠨ ᠰᠡᠳᠬᠢᠯ ᠰᠠᠨᠠᠭ᠎ᠠ ᠶᠢ ᠬᠥᠬᠢᠵᠢᠭᠦᠯᠬᠦ ᠪᠠ ᠰᠤᠷᠭᠠᠨ ᠬᠦᠮᠦᠵᠢᠯ ᠦᠨ ᠴᠢᠨᠠᠷ ᠢ ᠳᠡᠭᠡᠭᠰᠢᠯᠡᠭᠦᠯᠬᠦ ᠶᠢ ᠵᠣᠷᠢᠯᠭ᠎ᠠ ᠪᠣᠯᠭᠠᠨ᠎ᠠ ᠃ ᠰᠤᠷᠭᠠᠭᠤᠯᠢ ᠶᠢᠨ ᠰᠤᠷᠭᠠᠨ ᠬᠦᠮᠦᠵᠢᠯ ᠦᠨ ᠠᠵᠢᠯ ᠢ ᠰᠠᠶᠢᠵᠢᠷᠠᠭᠤᠯᠬᠤ ᠳᠤ ᠪᠠᠭᠰᠢ ᠨᠠᠷ ᠤᠨ ᠦᠦᠷᠭᠡ ᠶᠢ ᠲᠣᠳᠣᠷᠬᠠᠶᠢᠯᠠᠬᠤ ᠬᠡᠷᠡᠭᠲᠡᠢ ᠂ ᠰᠤᠷᠤᠭᠴᠢᠳ ᠤᠨ ᠰᠡᠳᠬᠢᠯ ᠰᠠᠨᠠᠭ᠎ᠠ ᠶᠢ ᠬᠥᠬᠢᠵᠢᠭᠦᠯᠬᠦ ᠪᠠ ᠰᠤᠷᠭᠠᠨ ᠬᠦᠮᠦᠵᠢᠯ ᠦᠨ ᠴᠢᠨᠠᠷ ᠢ ᠳᠡᠭᠡᠭᠰᠢᠯᠡᠭᠦᠯᠬᠦ ᠶᠢ ᠵᠣᠷᠢᠯᠭ᠎ᠠ ᠪᠣᠯᠭᠠᠨ᠎ᠠ ᠃	[391, 52, 398, 1746]
text-column	[168, 52, 175, 1746]
text-column	[135, 52, 142, 1746]
text-line: ᠰᠤᠷᠭᠠᠭᠤᠯᠢ ᠶᠢᠨ ᠰᠤᠷᠭᠠᠨ ᠬᠦᠮᠦᠵᠢᠯ ᠦᠨ ᠠᠵᠢᠯ ᠢ ᠰᠠᠶᠢᠵᠢᠷᠠᠭᠤᠯᠬᠤ ᠳᠤ ᠪᠠᠭᠰᠢ ᠨᠠᠷ ᠤᠨ ᠦᠦᠷᠭᠡ ᠶᠢ ᠲᠣᠳᠣᠷᠬᠠᠶᠢᠯᠠᠬᠤ ᠬᠡᠷᠡᠭᠲᠡᠢ ᠂ ᠰᠤᠷᠤᠭᠴᠢᠳ ᠤᠨ ᠰᠡᠳᠬᠢᠯ ᠰᠠᠨᠠᠭ᠎ᠠ ᠶᠢ ᠬᠥᠬᠢᠵᠢᠭᠦᠯᠬᠦ ᠪᠠ ᠰᠤᠷᠭᠠᠨ ᠬᠦᠮᠦᠵᠢᠯ ᠦᠨ ᠴᠢᠨᠠᠷ ᠢ ᠳᠡᠭᠡᠭᠰᠢᠯᠡᠭᠦᠯᠬᠦ ᠶᠢ ᠵᠣᠷᠢᠯᠭ᠎ᠠ ᠪᠣᠯᠭᠠᠨ᠎ᠠ ᠃ ᠰᠤᠷᠭᠠᠭᠤᠯᠢ ᠶᠢᠨ ᠰᠤᠷᠭᠠᠨ ᠬᠦᠮᠦᠵᠢᠯ ᠦᠨ ᠠᠵᠢᠯ ᠢ ᠰᠠᠶᠢᠵᠢᠷᠠᠭᠤᠯᠬᠤ ᠳᠤ ᠪᠠᠭᠰᠢ ᠨᠠᠷ ᠤᠨ ᠦᠦᠷᠭᠡ ᠶᠢ ᠲᠣᠳᠣᠷᠬᠠᠶᠢᠯᠠᠬᠤ ᠬᠡᠷᠡᠭᠲᠡᠢ ᠂ ᠰᠤᠷᠤᠭᠴᠢᠳ ᠤᠨ ᠰᠡᠳᠬᠢᠯ ᠰᠠᠨᠠᠭ᠎ᠠ ᠶᠢ ᠬᠥᠬᠢᠵᠢᠭᠦᠯᠬᠦ ᠪᠠ ᠰᠤᠷᠭᠠᠨ ᠬᠦᠮᠦᠵᠢᠯ ᠦᠨ ᠴᠢᠨᠠᠷ ᠢ ᠳᠡᠭᠡᠭᠰᠢᠯᠡᠭᠦᠯᠬᠦ ᠶᠢ ᠵᠣᠷᠢᠯᠭ᠎ᠠ ᠪᠣᠯᠭᠠᠨ᠎ᠠ ᠃ ᠰᠤᠷᠭᠠᠭᠤᠯᠢ ᠶᠢᠨ ᠰᠤᠷᠭᠠᠨ ᠬᠦᠮᠦᠵᠢᠯ ᠦᠨ ᠠᠵᠢᠯ ᠢ ᠰᠠᠶᠢᠵᠢᠷᠠᠭᠤᠯᠬᠤ ᠳᠤ ᠪᠠᠭᠰᠢ ᠨᠠᠷ ᠤᠨ ᠦᠦᠷᠭᠡ ᠶᠢ ᠲᠣᠳᠣᠷᠬᠠᠶᠢᠯᠠᠬᠤ ᠬᠡᠷᠡᠭᠲᠡᠢ ᠂ ᠰᠤᠷᠤᠭᠴᠢᠳ ᠤᠨ ᠰᠡᠳᠬᠢᠯ ᠰᠠᠨᠠᠭ᠎ᠠ ᠶᠢ ᠬᠥᠬᠢᠵᠢᠭᠦᠯᠬᠦ ᠪᠠ ᠰᠤᠷᠭᠠᠨ ᠬᠦᠮᠦᠵᠢᠯ ᠦᠨ ᠴᠢᠨᠠᠷ ᠢ ᠳᠡᠭᠡᠭᠰᠢᠯᠡᠭᠦᠯᠬᠦ ᠶᠢ ᠵᠣᠷᠢᠯᠭ᠎ᠠ ᠪᠣᠯᠭᠠᠨ᠎ᠠ ᠃	[61, 52, 68, 1746]
text-column	[225, 52, 233, 1746]
subheading-text: ᠨᠢᠭᠡ ᠂ ᠰᠤᠷᠭᠠᠨ ᠬᠦᠮᠦᠵᠢᠯ ᠦᠨ ᠠᠵᠢᠯ ᠤᠨ ᠤᠳᠬ᠎ᠠ ᠤᠴᠢᠷ ᠢ ᠲᠠᠨᠢᠨ ᠮᠡᠳᠡᠬᠦ ᠨᠢ	[152, 52, 159, 228]
subheading-column	[151, 52, 158, 557]
text-column	[327, 52, 335, 1746]
text-column	[176, 52, 183, 1746]
text-column	[94, 52, 101, 1746]
text-line: ᠰᠤᠷᠭᠠᠭᠤᠯᠢ ᠶᠢᠨ ᠰᠤᠷᠭᠠᠨ ᠬᠦᠮᠦᠵᠢᠯ ᠦᠨ ᠠᠵᠢᠯ ᠢ ᠰᠠᠶᠢᠵᠢᠷᠠᠭᠤᠯᠬᠤ ᠳᠤ ᠪᠠᠭᠰᠢ ᠨᠠᠷ ᠤᠨ ᠦᠦᠷᠭᠡ ᠶᠢ ᠲᠣᠳᠣᠷᠬᠠᠶᠢᠯᠠᠬᠤ ᠬᠡᠷᠡᠭᠲᠡᠢ ᠂ ᠰᠤᠷᠤᠭᠴᠢᠳ ᠤᠨ ᠰᠡᠳᠬᠢᠯ ᠰᠠᠨᠠᠭ᠎ᠠ ᠶᠢ ᠬᠥᠬᠢᠵᠢᠭᠦᠯᠬᠦ ᠪᠠ ᠰᠤᠷᠭᠠᠨ ᠬᠦᠮᠦᠵᠢᠯ ᠦᠨ ᠴᠢᠨᠠᠷ ᠢ ᠳᠡᠭᠡᠭᠰᠢᠯᠡᠭᠦᠯᠬᠦ ᠶᠢ ᠵᠣᠷᠢᠯᠭ᠎ᠠ ᠪᠣᠯᠭᠠᠨ᠎ᠠ ᠃ ᠰᠤᠷᠭᠠᠭᠤᠯᠢ ᠶᠢᠨ ᠰᠤᠷᠭᠠᠨ ᠬᠦᠮᠦᠵᠢᠯ ᠦᠨ ᠠᠵᠢᠯ ᠢ ᠰᠠᠶᠢᠵᠢᠷᠠᠭᠤᠯᠬᠤ ᠳᠤ ᠪᠠᠭᠰᠢ ᠨᠠᠷ ᠤᠨ ᠦᠦᠷᠭᠡ ᠶᠢ ᠲᠣᠳᠣᠷᠬᠠᠶᠢᠯᠠᠬᠤ ᠬᠡᠷᠡᠭᠲᠡᠢ ᠂ ᠰᠤᠷᠤᠭᠴᠢᠳ ᠤᠨ ᠰᠡᠳᠬᠢᠯ ᠰᠠᠨᠠᠭ᠎ᠠ ᠶᠢ ᠬᠥᠬᠢᠵᠢᠭᠦᠯᠬᠦ ᠪᠠ ᠰᠤᠷᠭᠠᠨ ᠬᠦᠮᠦᠵᠢᠯ ᠦᠨ ᠴᠢᠨᠠᠷ ᠢ ᠳᠡᠭᠡᠭᠰᠢᠯᠡᠭᠦᠯᠬᠦ ᠶᠢ ᠵᠣᠷᠢᠯᠭ᠎ᠠ ᠪᠣᠯᠭᠠᠨ᠎ᠠ ᠃ ᠰᠤᠷᠭᠠᠭᠤᠯᠢ ᠶᠢᠨ ᠰᠤᠷᠭᠠᠨ ᠬᠦᠮᠦᠵᠢᠯ ᠦᠨ ᠠᠵᠢᠯ ᠢ ᠰᠠᠶᠢᠵᠢᠷᠠᠭᠤᠯᠬᠤ ᠳᠤ ᠪᠠᠭᠰᠢ ᠨᠠᠷ ᠤᠨ ᠦᠦᠷᠭᠡ ᠶᠢ ᠲᠣᠳᠣᠷᠬᠠᠶᠢᠯᠠᠬᠤ ᠬᠡᠷᠡᠭᠲᠡᠢ ᠂ ᠰᠤᠷᠤᠭᠴᠢᠳ ᠤᠨ ᠰᠡᠳᠬᠢᠯ ᠰᠠᠨᠠᠭ᠎ᠠ ᠶᠢ ᠬᠥᠬᠢᠵᠢᠭᠦᠯᠬᠦ ᠪᠠ ᠰᠤᠷᠭᠠᠨ ᠬᠦᠮᠦᠵᠢᠯ ᠦᠨ ᠴᠢᠨᠠᠷ ᠢ ᠳᠡᠭᠡᠭᠰᠢᠯᠡᠭᠦᠯᠬᠦ ᠶᠢ ᠵᠣᠷᠢᠯᠭ᠎ᠠ ᠪᠣᠯᠭᠠᠨ᠎ᠠ ᠃	[383, 52, 390, 1746]
text-column	[44, 52, 52, 1746]
text-column	[233, 52, 241, 1746]
text-line: ᠰᠤᠷᠭᠠᠭᠤᠯᠢ ᠶᠢᠨ ᠰᠤᠷᠭᠠᠨ ᠬᠦᠮᠦᠵᠢᠯ ᠦᠨ ᠠᠵᠢᠯ ᠢ ᠰᠠᠶᠢᠵᠢᠷᠠᠭᠤᠯᠬᠤ ᠳᠤ ᠪᠠᠭᠰᠢ ᠨᠠᠷ ᠤᠨ ᠦᠦᠷᠭᠡ ᠶᠢ ᠲᠣᠳᠣᠷᠬᠠᠶᠢᠯᠠᠬᠤ ᠬᠡᠷᠡᠭᠲᠡᠢ ᠂ ᠰᠤᠷᠤᠭᠴᠢᠳ ᠤᠨ ᠰᠡᠳᠬᠢᠯ ᠰᠠᠨᠠᠭ᠎ᠠ ᠶᠢ ᠬᠥᠬᠢᠵᠢᠭᠦᠯᠬᠦ ᠪᠠ ᠰᠤᠷᠭᠠᠨ ᠬᠦᠮᠦᠵᠢᠯ ᠦᠨ ᠴᠢᠨᠠᠷ ᠢ ᠳᠡᠭᠡᠭᠰᠢᠯᠡᠭᠦᠯᠬᠦ ᠶᠢ ᠵᠣᠷᠢᠯᠭ᠎ᠠ ᠪᠣᠯᠭᠠᠨ᠎ᠠ ᠃ ᠰᠤᠷᠭᠠᠭᠤᠯᠢ ᠶᠢᠨ ᠰᠤᠷᠭᠠᠨ ᠬᠦᠮᠦᠵᠢᠯ ᠦᠨ ᠠᠵᠢᠯ ᠢ ᠰᠠᠶᠢᠵᠢᠷᠠᠭᠤᠯᠬᠤ ᠳᠤ ᠪᠠᠭᠰᠢ ᠨᠠᠷ ᠤᠨ ᠦᠦᠷᠭᠡ ᠶᠢ ᠲᠣᠳᠣᠷᠬᠠᠶᠢᠯᠠᠬᠤ ᠬᠡᠷᠡᠭᠲᠡᠢ ᠂ ᠰᠤᠷᠤᠭᠴᠢᠳ ᠤᠨ ᠰᠡᠳᠬᠢᠯ ᠰᠠᠨᠠᠭ᠎ᠠ ᠶᠢ ᠬᠥᠬᠢᠵᠢᠭᠦᠯᠬᠦ ᠪᠠ ᠰᠤᠷᠭᠠᠨ ᠬᠦᠮᠦᠵᠢᠯ ᠦᠨ ᠴᠢᠨᠠᠷ ᠢ ᠳᠡᠭᠡᠭᠰᠢᠯᠡᠭᠦᠯᠬᠦ ᠶᠢ ᠵᠣᠷᠢᠯᠭ᠎ᠠ ᠪᠣᠯᠭᠠᠨ᠎ᠠ ᠃ ᠰᠤᠷᠭᠠᠭᠤᠯᠢ ᠶᠢᠨ ᠰᠤᠷᠭᠠᠨ ᠬᠦᠮᠦᠵᠢᠯ ᠦᠨ ᠠᠵᠢᠯ ᠢ ᠰᠠᠶᠢᠵᠢᠷᠠᠭᠤᠯᠬᠤ ᠳᠤ ᠪᠠᠭᠰᠢ ᠨᠠᠷ ᠤᠨ ᠦᠦᠷᠭᠡ ᠶᠢ ᠲᠣᠳᠣᠷᠬᠠᠶᠢᠯᠠᠬᠤ ᠬᠡᠷᠡᠭᠲᠡᠢ ᠂ ᠰᠤᠷᠤᠭᠴᠢᠳ ᠤᠨ ᠰᠡᠳᠬᠢᠯ ᠰᠠᠨᠠᠭ᠎ᠠ ᠶᠢ ᠬᠥᠬᠢᠵᠢᠭᠦᠯᠬᠦ ᠪᠠ ᠰᠤᠷᠭᠠᠨ ᠬᠦᠮᠦᠵᠢᠯ ᠦᠨ ᠴᠢᠨᠠᠷ ᠢ ᠳᠡᠭᠡᠭᠰᠢᠯᠡᠭᠦᠯᠬᠦ ᠶᠢ ᠵᠣᠷᠢᠯᠭ᠎ᠠ ᠪᠣᠯᠭᠠᠨ᠎ᠠ ᠃	[359, 52, 366, 1746]
text-line: ᠰᠤᠷᠭᠠᠭᠤᠯᠢ ᠶᠢᠨ ᠰᠤᠷᠭᠠᠨ ᠬᠦᠮᠦᠵᠢᠯ ᠦᠨ ᠠᠵᠢᠯ ᠢ ᠰᠠᠶᠢᠵᠢᠷᠠᠭᠤᠯᠬᠤ ᠳᠤ ᠪᠠᠭᠰᠢ ᠨᠠᠷ ᠤᠨ ᠦᠦᠷᠭᠡ ᠶᠢ ᠲᠣᠳᠣᠷᠬᠠᠶᠢᠯᠠᠬᠤ ᠬᠡᠷᠡᠭᠲᠡᠢ ᠂ ᠰᠤᠷᠤᠭᠴᠢᠳ ᠤᠨ ᠰᠡᠳᠬᠢᠯ ᠰᠠᠨᠠᠭ᠎ᠠ ᠶᠢ ᠬᠥᠬᠢᠵᠢᠭᠦᠯᠬᠦ ᠪᠠ ᠰᠤᠷᠭᠠᠨ ᠬᠦᠮᠦᠵᠢᠯ ᠦᠨ ᠴᠢᠨᠠᠷ ᠢ ᠳᠡᠭᠡᠭᠰᠢᠯᠡᠭᠦᠯᠬᠦ ᠶᠢ ᠵᠣᠷᠢᠯᠭ᠎ᠠ ᠪᠣᠯᠭᠠᠨ᠎ᠠ ᠃ ᠰᠤᠷᠭᠠᠭᠤᠯᠢ ᠶᠢᠨ ᠰᠤᠷᠭᠠᠨ ᠬᠦᠮᠦᠵᠢᠯ ᠦᠨ ᠠᠵᠢᠯ ᠢ ᠰᠠᠶᠢᠵᠢᠷᠠᠭᠤᠯᠬᠤ ᠳᠤ ᠪᠠᠭᠰᠢ ᠨᠠᠷ ᠤᠨ ᠦᠦᠷᠭᠡ ᠶᠢ ᠲᠣᠳᠣᠷᠬᠠᠶᠢᠯᠠᠬᠤ ᠬᠡᠷᠡᠭᠲᠡᠢ ᠂ ᠰᠤᠷᠤᠭᠴᠢᠳ ᠤᠨ ᠰᠡᠳᠬᠢᠯ ᠰᠠᠨᠠᠭ᠎ᠠ ᠶᠢ ᠬᠥᠬᠢᠵᠢᠭᠦᠯᠬᠦ ᠪᠠ ᠰᠤᠷᠭᠠᠨ ᠬᠦᠮᠦᠵᠢᠯ ᠦᠨ ᠴᠢᠨᠠᠷ ᠢ ᠳᠡᠭᠡᠭᠰᠢᠯᠡᠭᠦᠯᠬᠦ ᠶᠢ ᠵᠣᠷᠢᠯᠭ᠎ᠠ ᠪᠣᠯᠭᠠᠨ᠎ᠠ ᠃ ᠰᠤᠷᠭᠠᠭᠤᠯᠢ ᠶᠢᠨ ᠰᠤᠷᠭᠠᠨ ᠬᠦᠮᠦᠵᠢᠯ ᠦᠨ ᠠᠵᠢᠯ ᠢ ᠰᠠᠶᠢᠵᠢᠷᠠᠭᠤᠯᠬᠤ ᠳᠤ ᠪᠠᠭᠰᠢ ᠨᠠᠷ ᠤᠨ ᠦᠦᠷᠭᠡ ᠶᠢ ᠲᠣᠳᠣᠷᠬᠠᠶᠢᠯᠠᠬᠤ ᠬᠡᠷᠡᠭᠲᠡᠢ ᠂ ᠰᠤᠷᠤᠭᠴᠢᠳ ᠤᠨ ᠰᠡᠳᠬᠢᠯ ᠰᠠᠨᠠᠭ᠎ᠠ ᠶᠢ ᠬᠥᠬᠢᠵᠢᠭᠦᠯᠬᠦ ᠪᠠ ᠰᠤᠷᠭᠠᠨ ᠬᠦᠮᠦᠵᠢᠯ ᠦᠨ ᠴᠢᠨᠠᠷ ᠢ ᠳᠡᠭᠡᠭᠰᠢᠯᠡᠭᠦᠯᠬᠦ ᠶᠢ ᠵᠣᠷᠢᠯᠭ᠎ᠠ ᠪᠣᠯᠭᠠᠨ᠎ᠠ ᠃	[399, 52, 406, 1746]
text-line: ᠰᠤᠷᠭᠠᠭᠤᠯᠢ ᠶᠢᠨ ᠰᠤᠷᠭᠠᠨ ᠬᠦᠮᠦᠵᠢᠯ ᠦᠨ ᠠᠵᠢᠯ ᠢ ᠰᠠᠶᠢᠵᠢᠷᠠᠭᠤᠯᠬᠤ ᠳᠤ ᠪᠠᠭᠰᠢ ᠨᠠᠷ ᠤᠨ ᠦᠦᠷᠭᠡ ᠶᠢ ᠲᠣᠳᠣᠷᠬᠠᠶᠢᠯᠠᠬᠤ ᠬᠡᠷᠡᠭᠲᠡᠢ ᠂ ᠰᠤᠷᠤᠭᠴᠢᠳ ᠤᠨ ᠰᠡᠳᠬᠢᠯ ᠰᠠᠨᠠᠭ᠎ᠠ ᠶᠢ ᠬᠥᠬᠢᠵᠢᠭᠦᠯᠬᠦ ᠪᠠ ᠰᠤᠷᠭᠠᠨ ᠬᠦᠮᠦᠵᠢᠯ ᠦᠨ ᠴᠢᠨᠠᠷ ᠢ ᠳᠡᠭᠡᠭᠰᠢᠯᠡᠭᠦᠯᠬᠦ ᠶᠢ ᠵᠣᠷᠢᠯᠭ᠎ᠠ ᠪᠣᠯᠭᠠᠨ᠎ᠠ ᠃ ᠰᠤᠷᠭᠠᠭᠤᠯᠢ ᠶᠢᠨ ᠰᠤᠷᠭᠠᠨ ᠬᠦᠮᠦᠵᠢᠯ ᠦᠨ ᠠᠵᠢᠯ ᠢ ᠰᠠᠶᠢᠵᠢᠷᠠᠭᠤᠯᠬᠤ ᠳᠤ ᠪᠠᠭᠰᠢ ᠨᠠᠷ ᠤᠨ ᠦᠦᠷᠭᠡ ᠶᠢ ᠲᠣᠳᠣᠷᠬᠠᠶᠢᠯᠠᠬᠤ ᠬᠡᠷᠡᠭᠲᠡᠢ ᠂ ᠰᠤᠷᠤᠭᠴᠢᠳ ᠤᠨ ᠰᠡᠳᠬᠢᠯ ᠰᠠᠨᠠᠭ᠎ᠠ ᠶᠢ ᠬᠥᠬᠢᠵᠢᠭᠦᠯᠬᠦ ᠪᠠ ᠰᠤᠷᠭᠠᠨ ᠬᠦᠮᠦᠵᠢᠯ ᠦᠨ ᠴᠢᠨᠠᠷ ᠢ ᠳᠡᠭᠡᠭᠰᠢᠯᠡᠭᠦᠯᠬᠦ ᠶᠢ ᠵᠣᠷᠢᠯᠭ᠎ᠠ ᠪᠣᠯᠭᠠᠨ᠎ᠠ ᠃ ᠰᠤᠷᠭᠠᠭᠤᠯᠢ ᠶᠢᠨ ᠰᠤᠷᠭᠠᠨ ᠬᠦᠮᠦᠵᠢᠯ ᠦᠨ ᠠᠵᠢᠯ ᠢ ᠰᠠᠶᠢᠵᠢᠷᠠᠭᠤᠯᠬᠤ ᠳᠤ ᠪᠠᠭᠰᠢ ᠨᠠᠷ ᠤᠨ ᠦᠦᠷᠭᠡ ᠶᠢ ᠲᠣᠳᠣᠷᠬᠠᠶᠢᠯᠠᠬᠤ ᠬᠡᠷᠡᠭᠲᠡᠢ ᠂ ᠰᠤᠷᠤᠭᠴᠢᠳ ᠤᠨ ᠰᠡᠳᠬᠢᠯ ᠰᠠᠨᠠᠭ᠎ᠠ ᠶᠢ ᠬᠥᠬᠢᠵᠢᠭᠦᠯᠬᠦ ᠪᠠ ᠰᠤᠷᠭᠠᠨ ᠬᠦᠮᠦᠵᠢᠯ ᠦᠨ ᠴᠢᠨᠠᠷ ᠢ ᠳᠡᠭᠡᠭᠰᠢᠯᠡᠭᠦᠯᠬᠦ ᠶᠢ ᠵᠣᠷᠢᠯᠭ᠎ᠠ ᠪᠣᠯᠭᠠᠨ᠎ᠠ ᠃	[336, 52, 343, 1746]
body-text-right	[272, 52, 422, 1746]
text-line: ᠰᠤᠷᠭᠠᠭᠤᠯᠢ ᠶᠢᠨ ᠰᠤᠷᠭᠠᠨ ᠬᠦᠮᠦᠵᠢᠯ ᠦᠨ ᠠᠵᠢᠯ ᠢ ᠰᠠᠶᠢᠵᠢᠷᠠᠭᠤᠯᠬᠤ ᠳᠤ ᠪᠠᠭᠰᠢ ᠨᠠᠷ ᠤᠨ ᠦᠦᠷᠭᠡ ᠶᠢ ᠲᠣᠳᠣᠷᠬᠠᠶᠢᠯᠠᠬᠤ ᠬᠡᠷᠡᠭᠲᠡᠢ ᠂ ᠰᠤᠷᠤᠭᠴᠢᠳ ᠤᠨ ᠰᠡᠳᠬᠢᠯ ᠰᠠᠨᠠᠭ᠎ᠠ ᠶᠢ ᠬᠥᠬᠢᠵᠢᠭᠦᠯᠬᠦ ᠪᠠ ᠰᠤᠷᠭᠠᠨ ᠬᠦᠮᠦᠵᠢᠯ ᠦᠨ ᠴᠢᠨᠠᠷ ᠢ ᠳᠡᠭᠡᠭᠰᠢᠯᠡᠭᠦᠯᠬᠦ ᠶᠢ ᠵᠣᠷᠢᠯᠭ᠎ᠠ ᠪᠣᠯᠭᠠᠨ᠎ᠠ ᠃ ᠰᠤᠷᠭᠠᠭᠤᠯᠢ ᠶᠢᠨ ᠰᠤᠷᠭᠠᠨ ᠬᠦᠮᠦᠵᠢᠯ ᠦᠨ ᠠᠵᠢᠯ ᠢ ᠰᠠᠶᠢᠵᠢᠷᠠᠭᠤᠯᠬᠤ ᠳᠤ ᠪᠠᠭᠰᠢ ᠨᠠᠷ ᠤᠨ ᠦᠦᠷᠭᠡ ᠶᠢ ᠲᠣᠳᠣᠷᠬᠠᠶᠢᠯᠠᠬᠤ ᠬᠡᠷᠡᠭᠲᠡᠢ ᠂ ᠰᠤᠷᠤᠭᠴᠢᠳ ᠤᠨ ᠰᠡᠳᠬᠢᠯ ᠰᠠᠨᠠᠭ᠎ᠠ ᠶᠢ ᠬᠥᠬᠢᠵᠢᠭᠦᠯᠬᠦ ᠪᠠ ᠰᠤᠷᠭᠠᠨ ᠬᠦᠮᠦᠵᠢᠯ ᠦᠨ ᠴᠢᠨᠠᠷ ᠢ ᠳᠡᠭᠡᠭᠰᠢᠯᠡᠭᠦᠯᠬᠦ ᠶᠢ ᠵᠣᠷᠢᠯᠭ᠎ᠠ ᠪᠣᠯᠭᠠᠨ᠎ᠠ ᠃ ᠰᠤᠷᠭᠠᠭᠤᠯᠢ ᠶᠢᠨ ᠰᠤᠷᠭᠠᠨ ᠬᠦᠮᠦᠵᠢᠯ ᠦᠨ ᠠᠵᠢᠯ ᠢ ᠰᠠᠶᠢᠵᠢᠷᠠᠭᠤᠯᠬᠤ ᠳᠤ ᠪᠠᠭᠰᠢ ᠨᠠᠷ ᠤᠨ ᠦᠦᠷᠭᠡ ᠶᠢ ᠲᠣᠳᠣᠷᠬᠠᠶᠢᠯᠠᠬᠤ ᠬᠡᠷᠡᠭᠲᠡᠢ ᠂ ᠰᠤᠷᠤᠭᠴᠢᠳ ᠤᠨ ᠰᠡᠳᠬᠢᠯ ᠰᠠᠨᠠᠭ᠎ᠠ ᠶᠢ ᠬᠥᠬᠢᠵᠢᠭᠦᠯᠬᠦ ᠪᠠ ᠰᠤᠷᠭᠠᠨ ᠬᠦᠮᠦᠵᠢᠯ ᠦᠨ ᠴᠢᠨᠠᠷ ᠢ ᠳᠡᠭᠡᠭᠰᠢᠯᠡᠭᠦᠯᠬᠦ ᠶᠢ ᠵᠣᠷᠢᠯᠭ᠎ᠠ ᠪᠣᠯᠭᠠᠨ᠎ᠠ ᠃	[94, 52, 101, 1746]
text-column	[184, 52, 192, 1746]
